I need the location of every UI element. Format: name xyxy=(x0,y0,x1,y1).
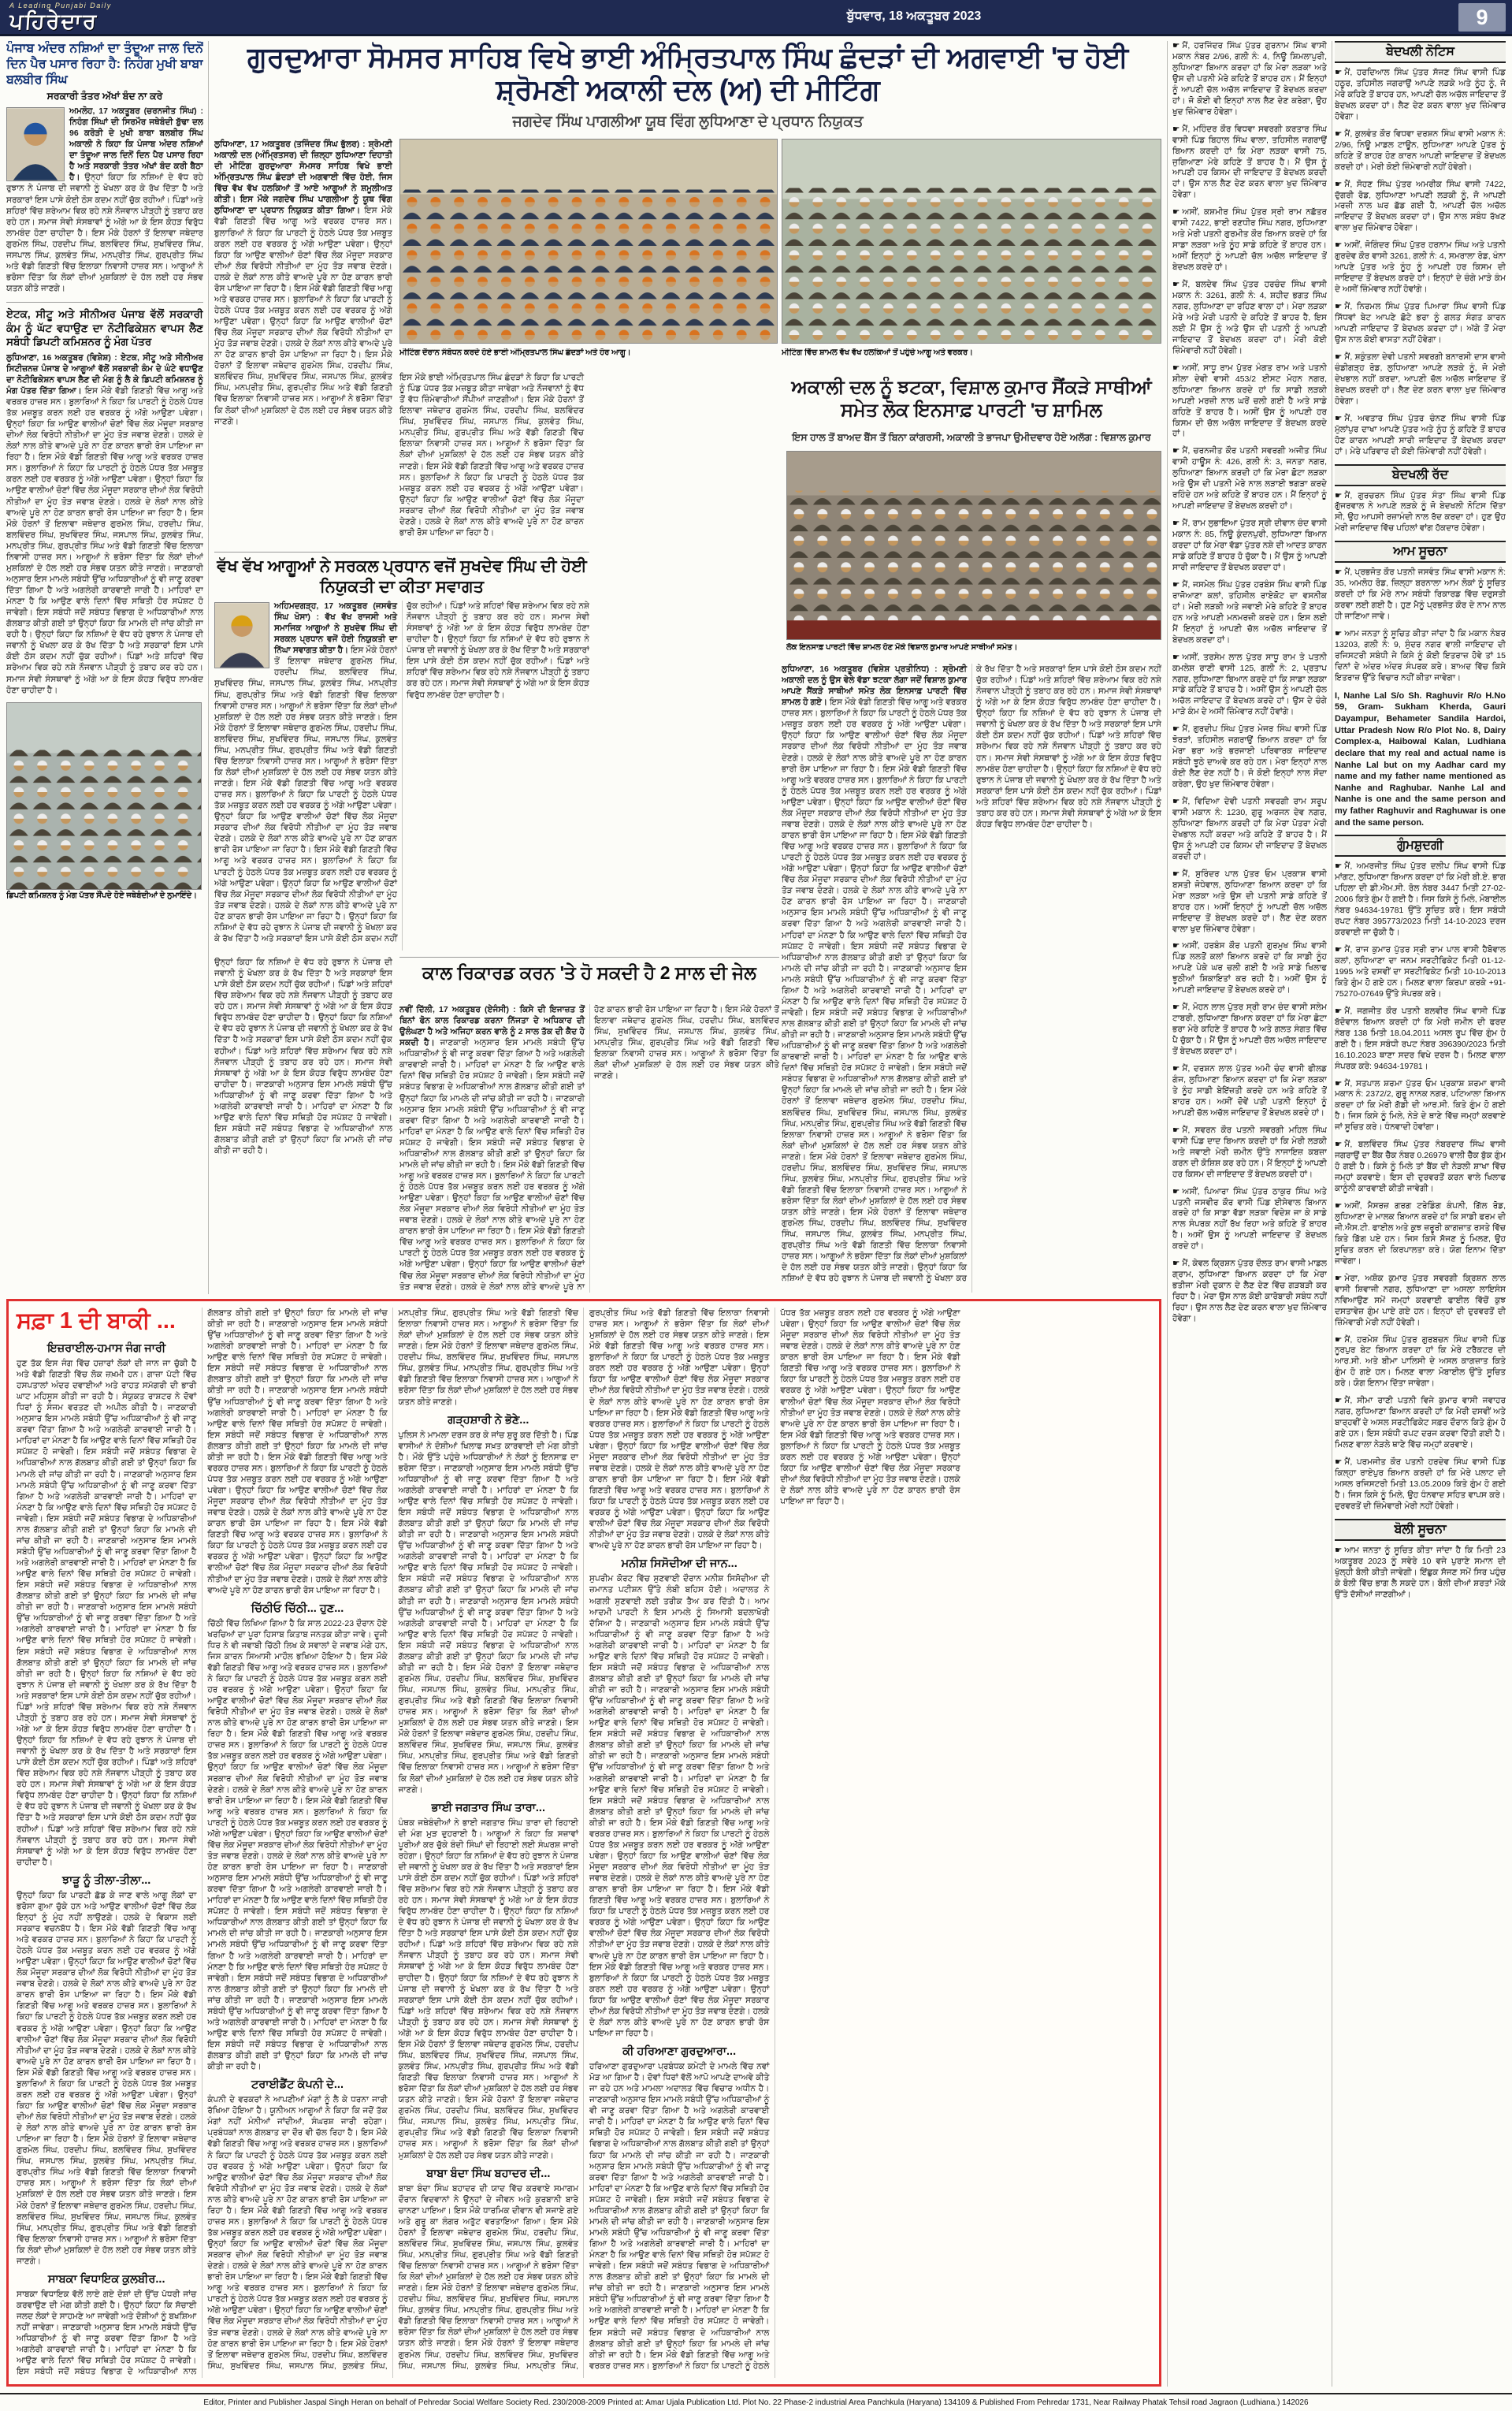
continued-box-columns xyxy=(17,1308,1151,2378)
body-lead: ਲੁਧਿਆਣਾ, 16 ਅਕਤੂਬਰ (ਵਿਸ਼ੇਸ਼) : ਏਟਕ, ਸੀਟੂ ਅਤੇ ਸੀਨੀਅਰ ਸਿਟੀਜ਼ਨਜ਼ ਪੰਜਾਬ ਦੇ ਆਗੂਆਂ ਵੱਲੋਂ ਸਰਕਾਰੀ ਕੰਮ ਦੇ ਘੰਟੇ ਵਧਾਉਣ ਦਾ ਨੋਟੀਫਿਕੇਸ਼ਨ ਵਾਪਸ ਲੈਣ ਦੀ ਮੰਗ ਨੂੰ ਲੈ ਕੇ ਡਿਪਟੀ ਕਮਿਸ਼ਨਰ ਨੂੰ ਮੰਗ ਪੱਤਰ ਦਿੱਤਾ ਗਿਆ। xyxy=(6,352,203,396)
body-lead: ਸੁਪਰੀਮ ਕੋਰਟ ਵਿੱਚ ਸੁਣਵਾਈ ਦੌਰਾਨ ਮਨੀਸ਼ ਸਿਸੋਦੀਆ ਦੀ ਜ਼ਮਾਨਤ ਪਟੀਸ਼ਨ ਉੱਤੇ ਲੰਬੀ ਬਹਿਸ ਹੋਈ। ਅਦਾਲਤ ਨੇ ਅਗਲੀ ਸੁਣਵਾਈ ਲਈ ਤਰੀਕ ਤੈਅ ਕਰ ਦਿੱਤੀ ਹੈ। ਆਮ ਆਦਮੀ ਪਾਰਟੀ ਨੇ ਇਸ ਮਾਮਲੇ ਨੂੰ ਸਿਆਸੀ ਬਦਲਾਖੋਰੀ ਦੱਸਿਆ ਹੈ। xyxy=(589,1574,770,1628)
continued-article-title: ਗੜ੍ਹਸ਼ਾਰੀ ਨੇ ਭੋਣੇ... xyxy=(448,1413,529,1427)
classified-entry: ☛ ਅਸੀਂ, ਹਰਬੰਸ ਕੌਰ ਪਤਨੀ ਗੁਰਮੁਖ ਸਿੰਘ ਵਾਸੀ ਪਿੰਡ ਲਲਤੋਂ ਕਲਾਂ ਬਿਆਨ ਕਰਦੇ ਹਾਂ ਕਿ ਸਾਡੀ ਨੂੰਹ ਆਪਣੇ ਪੇਕੇ ਘਰ ਚਲੀ ਗਈ ਹੈ ਅਤੇ ਸਾਡੇ ਖਿਲਾਫ ਝੂਠੀਆਂ ਸ਼ਿਕਾਇਤਾਂ ਕਰ ਰਹੀ ਹੈ। ਅਸੀਂ ਉਸ ਨੂੰ ਆਪਣੀ ਜਾਇਦਾਦ ਤੋਂ ਬੇਦਖਲ ਕਰਦੇ ਹਾਂ। xyxy=(1172,941,1327,995)
sukhdev-headline: ਵੱਖ ਵੱਖ ਆਗੂਆਂ ਨੇ ਸਰਕਲ ਪ੍ਰਧਾਨ ਵਜੋਂ ਸੁਖਦੇਵ ਸਿੰਘ ਦੀ ਹੋਈ ਨਿਯੁਕਤੀ ਦਾ ਕੀਤਾ ਸਵਾਗਤ xyxy=(214,552,589,597)
classified-entry: ☛ ਮੈਂ, ਰਾਮ ਲੁਭਾਇਆ ਪੁੱਤਰ ਸ੍ਰੀ ਦੀਵਾਨ ਚੰਦ ਵਾਸੀ ਮਕਾਨ ਨੰ: 85, ਨਿਊ ਕੁੰਦਨਪੁਰੀ, ਲੁਧਿਆਣਾ ਬਿਆਨ ਕਰਦਾ ਹਾਂ ਕਿ ਮੇਰਾ ਵੱਡਾ ਪੁੱਤਰ ਨਸ਼ੇ ਦੀ ਆਦਤ ਕਾਰਨ ਸਾਡੇ ਕਹਿਣੇ ਤੋਂ ਬਾਹਰ ਹੋ ਚੁੱਕਾ ਹੈ। ਮੈਂ ਉਸ ਨੂੰ ਆਪਣੀ ਸਾਰੀ ਜਾਇਦਾਦ ਤੋਂ ਬੇਦਖਲ ਕਰਦਾ ਹਾਂ। xyxy=(1172,519,1327,572)
pointer-icon: ☛ xyxy=(1335,240,1343,251)
body-fill: ਇਸ ਮੌਕੇ ਹੋਰਨਾਂ ਤੋਂ ਇਲਾਵਾ ਜਥੇਦਾਰ ਗੁਰਮੇਲ ਸਿੰਘ, ਹਰਦੀਪ ਸਿੰਘ, ਬਲਵਿੰਦਰ ਸਿੰਘ, ਸੁਖਵਿੰਦਰ ਸਿੰਘ, ਜਸਪਾਲ ਸਿੰਘ, ਕੁਲਵੰਤ ਸਿੰਘ, ਮਨਪ੍ਰੀਤ ਸਿੰਘ, ਗੁਰਪ੍ਰੀਤ ਸਿੰਘ ਅਤੇ ਵੱਡੀ ਗਿਣਤੀ ਵਿੱਚ ਇਲਾਕਾ ਨਿਵਾਸੀ ਹਾਜ਼ਰ ਸਨ। ਆਗੂਆਂ ਨੇ ਭਰੋਸਾ ਦਿੱਤਾ ਕਿ ਲੋਕਾਂ ਦੀਆਂ ਮੁਸ਼ਕਿਲਾਂ ਦੇ ਹੱਲ ਲਈ ਹਰ ਸੰਭਵ ਯਤਨ ਕੀਤੇ ਜਾਣਗੇ। ਇਸ ਮੌਕੇ ਹੋਰਨਾਂ ਤੋਂ ਇਲਾਵਾ ਜਥੇਦਾਰ ਗੁਰਮੇਲ ਸਿੰਘ, ਹਰਦੀਪ ਸਿੰਘ, ਬਲਵਿੰਦਰ ਸਿੰਘ, ਸੁਖਵਿੰਦਰ ਸਿੰਘ, ਜਸਪਾਲ ਸਿੰਘ, ਕੁਲਵੰਤ ਸਿੰਘ, ਮਨਪ੍ਰੀਤ ਸਿੰਘ, ਗੁਰਪ੍ਰੀਤ ਸਿੰਘ ਅਤੇ ਵੱਡੀ ਗਿਣਤੀ ਵਿੱਚ ਇਲਾਕਾ ਨਿਵਾਸੀ ਹਾਜ਼ਰ ਸਨ। ਆਗੂਆਂ ਨੇ ਭਰੋਸਾ ਦਿੱਤਾ ਕਿ ਲੋਕਾਂ ਦੀਆਂ ਮੁਸ਼ਕਿਲਾਂ ਦੇ ਹੱਲ ਲਈ ਹਰ ਸੰਭਵ ਯਤਨ ਕੀਤੇ ਜਾਣਗੇ। xyxy=(17,2134,197,2266)
body-fill: ਇਸ ਮੌਕੇ ਵੱਡੀ ਗਿਣਤੀ ਵਿੱਚ ਆਗੂ ਅਤੇ ਵਰਕਰ ਹਾਜ਼ਰ ਸਨ। ਬੁਲਾਰਿਆਂ ਨੇ ਕਿਹਾ ਕਿ ਪਾਰਟੀ ਨੂੰ ਹੇਠਲੇ ਪੱਧਰ ਤੱਕ ਮਜ਼ਬੂਤ ਕਰਨ ਲਈ ਹਰ ਵਰਕਰ ਨੂੰ ਅੱਗੇ ਆਉਣਾ ਪਵੇਗਾ। ਉਨ੍ਹਾਂ ਕਿਹਾ ਕਿ ਆਉਣ ਵਾਲੀਆਂ ਚੋਣਾਂ ਵਿੱਚ ਲੋਕ ਮੌਜੂਦਾ ਸਰਕਾਰ ਦੀਆਂ ਲੋਕ ਵਿਰੋਧੀ ਨੀਤੀਆਂ ਦਾ ਮੂੰਹ ਤੋੜ ਜਵਾਬ ਦੇਣਗੇ। ਹਲਕੇ ਦੇ ਲੋਕਾਂ ਨਾਲ ਕੀਤੇ ਵਾਅਦੇ ਪੂਰੇ ਨਾ ਹੋਣ ਕਾਰਨ ਭਾਰੀ ਰੋਸ ਪਾਇਆ ਜਾ ਰਿਹਾ ਹੈ। xyxy=(399,461,584,538)
left-column xyxy=(6,41,203,1294)
continued-article-jagtar-tara xyxy=(399,1802,578,2161)
continued-from-page1-label: ਸਫ਼ਾ 1 ਦੀ ਬਾਕੀ ... xyxy=(17,1308,176,1334)
pointer-icon: ☛ xyxy=(1335,1457,1343,1468)
classified-entry: ☛ ਮੈਂ, ਸੋਹਣ ਸਿੰਘ ਪੁੱਤਰ ਅਮਰੀਕ ਸਿੰਘ ਵਾਸੀ 7422, ਦੁੱਗਰੀ ਰੋਡ, ਲੁਧਿਆਣਾ ਆਪਣੀ ਲੜਕੀ ਨੂੰ, ਜੋ ਆਪਣੀ ਮਰਜ਼ੀ ਨਾਲ ਘਰ ਛੱਡ ਗਈ ਹੈ, ਆਪਣੀ ਚੱਲ ਅਚੱਲ ਜਾਇਦਾਦ ਤੋਂ ਬੇਦਖਲ ਕਰਦਾ ਹਾਂ। ਉਸ ਨਾਲ ਸਬੰਧ ਰੱਖਣ ਵਾਲਾ ਖੁਦ ਜ਼ਿੰਮੇਵਾਰ ਹੋਵੇਗਾ। xyxy=(1335,179,1506,233)
body-fill: ਇਸ ਮੌਕੇ ਵੱਡੀ ਗਿਣਤੀ ਵਿੱਚ ਆਗੂ ਅਤੇ ਵਰਕਰ ਹਾਜ਼ਰ ਸਨ। ਬੁਲਾਰਿਆਂ ਨੇ ਕਿਹਾ ਕਿ ਪਾਰਟੀ ਨੂੰ ਹੇਠਲੇ ਪੱਧਰ ਤੱਕ ਮਜ਼ਬੂਤ ਕਰਨ ਲਈ ਹਰ ਵਰਕਰ ਨੂੰ ਅੱਗੇ ਆਉਣਾ ਪਵੇਗਾ। ਉਨ੍ਹਾਂ ਕਿਹਾ ਕਿ ਆਉਣ ਵਾਲੀਆਂ ਚੋਣਾਂ ਵਿੱਚ ਲੋਕ ਮੌਜੂਦਾ ਸਰਕਾਰ ਦੀਆਂ ਲੋਕ ਵਿਰੋਧੀ ਨੀਤੀਆਂ ਦਾ ਮੂੰਹ ਤੋੜ ਜਵਾਬ ਦੇਣਗੇ। ਹਲਕੇ ਦੇ ਲੋਕਾਂ ਨਾਲ ਕੀਤੇ ਵਾਅਦੇ ਪੂਰੇ ਨਾ ਹੋਣ ਕਾਰਨ ਭਾਰੀ ਰੋਸ ਪਾਇਆ ਜਾ ਰਿਹਾ ਹੈ। ਇਸ ਮੌਕੇ ਵੱਡੀ ਗਿਣਤੀ ਵਿੱਚ ਆਗੂ ਅਤੇ ਵਰਕਰ ਹਾਜ਼ਰ ਸਨ। ਬੁਲਾਰਿਆਂ ਨੇ ਕਿਹਾ ਕਿ ਪਾਰਟੀ ਨੂੰ ਹੇਠਲੇ ਪੱਧਰ ਤੱਕ ਮਜ਼ਬੂਤ ਕਰਨ ਲਈ ਹਰ ਵਰਕਰ ਨੂੰ ਅੱਗੇ ਆਉਣਾ ਪਵੇਗਾ। ਉਨ੍ਹਾਂ ਕਿਹਾ ਕਿ ਆਉਣ ਵਾਲੀਆਂ ਚੋਣਾਂ ਵਿੱਚ ਲੋਕ ਮੌਜੂਦਾ ਸਰਕਾਰ ਦੀਆਂ ਲੋਕ ਵਿਰੋਧੀ ਨੀਤੀਆਂ ਦਾ ਮੂੰਹ ਤੋੜ ਜਵਾਬ ਦੇਣਗੇ। ਹਲਕੇ ਦੇ ਲੋਕਾਂ ਨਾਲ ਕੀਤੇ ਵਾਅਦੇ ਪੂਰੇ ਨਾ ਹੋਣ ਕਾਰਨ ਭਾਰੀ ਰੋਸ ਪਾਇਆ ਜਾ ਰਿਹਾ ਹੈ। xyxy=(207,1452,388,1595)
body-fill: ਇਸ ਮੌਕੇ ਹੋਰਨਾਂ ਤੋਂ ਇਲਾਵਾ ਜਥੇਦਾਰ ਗੁਰਮੇਲ ਸਿੰਘ, ਹਰਦੀਪ ਸਿੰਘ, ਬਲਵਿੰਦਰ ਸਿੰਘ, ਸੁਖਵਿੰਦਰ ਸਿੰਘ, ਜਸਪਾਲ ਸਿੰਘ, ਕੁਲਵੰਤ ਸਿੰਘ, ਮਨਪ੍ਰੀਤ ਸਿੰਘ, ਗੁਰਪ੍ਰੀਤ ਸਿੰਘ ਅਤੇ ਵੱਡੀ ਗਿਣਤੀ ਵਿੱਚ ਇਲਾਕਾ ਨਿਵਾਸੀ ਹਾਜ਼ਰ ਸਨ। ਆਗੂਆਂ ਨੇ ਭਰੋਸਾ ਦਿੱਤਾ ਕਿ ਲੋਕਾਂ ਦੀਆਂ ਮੁਸ਼ਕਿਲਾਂ ਦੇ ਹੱਲ ਲਈ ਹਰ ਸੰਭਵ ਯਤਨ ਕੀਤੇ ਜਾਣਗੇ। xyxy=(6,228,203,293)
section-header-bedakhli-radd: ਬੇਦਖਲੀ ਰੱਦ xyxy=(1335,464,1506,486)
left-article-headline: ਪੰਜਾਬ ਅੰਦਰ ਨਸ਼ਿਆਂ ਦਾ ਤੰਦੂਆ ਜਾਲ ਦਿਨੋਂ ਦਿਨ ਪੈਰ ਪਸਾਰ ਰਿਹਾ ਹੈ: ਨਿਹੰਗ ਮੁਖੀ ਬਾਬਾ ਬਲਬੀਰ ਸਿੰਘ xyxy=(6,42,203,87)
body-lead: ਕੰਪਨੀ ਦੇ ਵਰਕਰਾਂ ਨੇ ਆਪਣੀਆਂ ਮੰਗਾਂ ਨੂੰ ਲੈ ਕੇ ਧਰਨਾ ਜਾਰੀ ਰੱਖਿਆ ਹੋਇਆ ਹੈ। ਯੂਨੀਅਨ ਆਗੂਆਂ ਨੇ ਕਿਹਾ ਕਿ ਜਦੋਂ ਤੱਕ ਮੰਗਾਂ ਨਹੀਂ ਮੰਨੀਆਂ ਜਾਂਦੀਆਂ, ਸੰਘਰਸ਼ ਜਾਰੀ ਰਹੇਗਾ। ਪ੍ਰਬੰਧਕਾਂ ਨਾਲ ਗੱਲਬਾਤ ਦਾ ਦੌਰ ਵੀ ਚੱਲ ਰਿਹਾ ਹੈ। xyxy=(207,2095,388,2138)
masthead-tagline: A Leading Punjabi Daily xyxy=(9,2,112,9)
body-lead: ਨਵੀਂ ਦਿੱਲੀ, 17 ਅਕਤੂਬਰ (ਏਜੰਸੀ) : ਕਿਸੇ ਦੀ ਇਜਾਜ਼ਤ ਤੋਂ ਬਿਨਾਂ ਫੋਨ ਕਾਲ ਰਿਕਾਰਡ ਕਰਨਾ ਨਿੱਜਤਾ ਦੇ ਅਧਿਕਾਰ ਦੀ ਉਲੰਘਣਾ ਹੈ ਅਤੇ ਅਜਿਹਾ ਕਰਨ ਵਾਲੇ ਨੂੰ 2 ਸਾਲ ਤੱਕ ਦੀ ਕੈਦ ਹੋ ਸਕਦੀ ਹੈ। xyxy=(399,1005,585,1048)
pointer-icon: ☛ xyxy=(1335,1396,1343,1406)
body-fill: ਇਸ ਮੌਕੇ ਹੋਰਨਾਂ ਤੋਂ ਇਲਾਵਾ ਜਥੇਦਾਰ ਗੁਰਮੇਲ ਸਿੰਘ, ਹਰਦੀਪ ਸਿੰਘ, ਬਲਵਿੰਦਰ ਸਿੰਘ, ਸੁਖਵਿੰਦਰ ਸਿੰਘ, ਜਸਪਾਲ ਸਿੰਘ, ਕੁਲਵੰਤ ਸਿੰਘ, ਮਨਪ੍ਰੀਤ ਸਿੰਘ, ਗੁਰਪ੍ਰੀਤ ਸਿੰਘ ਅਤੇ ਵੱਡੀ ਗਿਣਤੀ ਵਿੱਚ ਇਲਾਕਾ ਨਿਵਾਸੀ ਹਾਜ਼ਰ ਸਨ। ਆਗੂਆਂ ਨੇ ਭਰੋਸਾ ਦਿੱਤਾ ਕਿ ਲੋਕਾਂ ਦੀਆਂ ਮੁਸ਼ਕਿਲਾਂ ਦੇ ਹੱਲ ਲਈ ਹਰ ਸੰਭਵ ਯਤਨ ਕੀਤੇ ਜਾਣਗੇ। ਇਸ ਮੌਕੇ ਹੋਰਨਾਂ ਤੋਂ ਇਲਾਵਾ ਜਥੇਦਾਰ ਗੁਰਮੇਲ ਸਿੰਘ, ਹਰਦੀਪ ਸਿੰਘ, ਬਲਵਿੰਦਰ ਸਿੰਘ, ਸੁਖਵਿੰਦਰ ਸਿੰਘ, ਜਸਪਾਲ ਸਿੰਘ, ਕੁਲਵੰਤ ਸਿੰਘ, ਮਨਪ੍ਰੀਤ ਸਿੰਘ, ਗੁਰਪ੍ਰੀਤ ਸਿੰਘ ਅਤੇ ਵੱਡੀ ਗਿਣਤੀ ਵਿੱਚ ਇਲਾਕਾ ਨਿਵਾਸੀ ਹਾਜ਼ਰ ਸਨ। ਆਗੂਆਂ ਨੇ ਭਰੋਸਾ ਦਿੱਤਾ ਕਿ ਲੋਕਾਂ ਦੀਆਂ ਮੁਸ਼ਕਿਲਾਂ ਦੇ ਹੱਲ ਲਈ ਹਰ ਸੰਭਵ ਯਤਨ ਕੀਤੇ ਜਾਣਗੇ। xyxy=(214,646,398,788)
section-header-bedakhli-notice: ਬੇਦਖਲੀ ਨੋਟਿਸ xyxy=(1335,41,1506,63)
pointer-icon: ☛ xyxy=(1335,302,1343,312)
pointer-icon: ☛ xyxy=(1172,1259,1180,1269)
pointer-icon: ☛ xyxy=(1172,1064,1180,1074)
body-lead: ਲੁਧਿਆਣਾ, 16 ਅਕਤੂਬਰ (ਵਿਸ਼ੇਸ਼ ਪ੍ਰਤੀਨਿਧ) : ਸ਼੍ਰੋਮਣੀ ਅਕਾਲੀ ਦਲ ਨੂੰ ਉਸ ਵੇਲੇ ਵੱਡਾ ਝਟਕਾ ਲੱਗਾ ਜਦੋਂ ਵਿਸ਼ਾਲ ਕੁਮਾਰ ਆਪਣੇ ਸੈਂਕੜੇ ਸਾਥੀਆਂ ਸਮੇਤ ਲੋਕ ਇਨਸਾਫ਼ ਪਾਰਟੀ ਵਿੱਚ ਸ਼ਾਮਲ ਹੋ ਗਏ। xyxy=(782,664,967,708)
body-fill: ਇਸ ਮੌਕੇ ਹੋਰਨਾਂ ਤੋਂ ਇਲਾਵਾ ਜਥੇਦਾਰ ਗੁਰਮੇਲ ਸਿੰਘ, ਹਰਦੀਪ ਸਿੰਘ, ਬਲਵਿੰਦਰ ਸਿੰਘ, ਸੁਖਵਿੰਦਰ ਸਿੰਘ, ਜਸਪਾਲ ਸਿੰਘ, ਕੁਲਵੰਤ ਸਿੰਘ, ਮਨਪ੍ਰੀਤ ਸਿੰਘ, ਗੁਰਪ੍ਰੀਤ ਸਿੰਘ ਅਤੇ ਵੱਡੀ ਗਿਣਤੀ ਵਿੱਚ ਇਲਾਕਾ ਨਿਵਾਸੀ ਹਾਜ਼ਰ ਸਨ। ਆਗੂਆਂ ਨੇ ਭਰੋਸਾ ਦਿੱਤਾ ਕਿ ਲੋਕਾਂ ਦੀਆਂ ਮੁਸ਼ਕਿਲਾਂ ਦੇ ਹੱਲ ਲਈ ਹਰ ਸੰਭਵ ਯਤਨ ਕੀਤੇ ਜਾਣਗੇ। ਇਸ ਮੌਕੇ ਹੋਰਨਾਂ ਤੋਂ ਇਲਾਵਾ ਜਥੇਦਾਰ ਗੁਰਮੇਲ ਸਿੰਘ, ਹਰਦੀਪ ਸਿੰਘ, ਬਲਵਿੰਦਰ ਸਿੰਘ, ਸੁਖਵਿੰਦਰ ਸਿੰਘ, ਜਸਪਾਲ ਸਿੰਘ, ਕੁਲਵੰਤ ਸਿੰਘ, ਮਨਪ੍ਰੀਤ ਸਿੰਘ, ਗੁਰਪ੍ਰੀਤ ਸਿੰਘ ਅਤੇ ਵੱਡੀ ਗਿਣਤੀ ਵਿੱਚ ਇਲਾਕਾ ਨਿਵਾਸੀ ਹਾਜ਼ਰ ਸਨ। ਆਗੂਆਂ ਨੇ ਭਰੋਸਾ ਦਿੱਤਾ ਕਿ ਲੋਕਾਂ ਦੀਆਂ ਮੁਸ਼ਕਿਲਾਂ ਦੇ ਹੱਲ ਲਈ ਹਰ ਸੰਭਵ ਯਤਨ ਕੀਤੇ ਜਾਣਗੇ। ਇਸ ਮੌਕੇ ਹੋਰਨਾਂ ਤੋਂ ਇਲਾਵਾ ਜਥੇਦਾਰ ਗੁਰਮੇਲ ਸਿੰਘ, ਹਰਦੀਪ ਸਿੰਘ, ਬਲਵਿੰਦਰ ਸਿੰਘ, ਸੁਖਵਿੰਦਰ ਸਿੰਘ, ਜਸਪਾਲ ਸਿੰਘ, ਕੁਲਵੰਤ ਸਿੰਘ, ਮਨਪ੍ਰੀਤ ਸਿੰਘ, ਗੁਰਪ੍ਰੀਤ ਸਿੰਘ ਅਤੇ ਵੱਡੀ ਗਿਣਤੀ ਵਿੱਚ ਇਲਾਕਾ ਨਿਵਾਸੀ ਹਾਜ਼ਰ ਸਨ। ਆਗੂਆਂ ਨੇ ਭਰੋਸਾ ਦਿੱਤਾ ਕਿ ਲੋਕਾਂ ਦੀਆਂ ਮੁਸ਼ਕਿਲਾਂ ਦੇ ਹੱਲ ਲਈ ਹਰ ਸੰਭਵ ਯਤਨ ਕੀਤੇ ਜਾਣਗੇ। xyxy=(782,1085,968,1273)
pointer-icon: ☛ xyxy=(1172,280,1180,290)
body-fill: ਉਨ੍ਹਾਂ ਕਿਹਾ ਕਿ ਨਸ਼ਿਆਂ ਦੇ ਵੱਧ ਰਹੇ ਰੁਝਾਨ ਨੇ ਪੰਜਾਬ ਦੀ ਜਵਾਨੀ ਨੂੰ ਖੋਖਲਾ ਕਰ ਕੇ ਰੱਖ ਦਿੱਤਾ ਹੈ ਅਤੇ ਸਰਕਾਰਾਂ ਇਸ ਪਾਸੇ ਕੋਈ ਠੋਸ ਕਦਮ ਨਹੀਂ ਚੁੱਕ ਰਹੀਆਂ। ਪਿੰਡਾਂ ਅਤੇ ਸ਼ਹਿਰਾਂ ਵਿੱਚ ਸ਼ਰੇਆਮ ਵਿਕ ਰਹੇ ਨਸ਼ੇ ਨੌਜਵਾਨ ਪੀੜ੍ਹੀ ਨੂੰ ਤਬਾਹ ਕਰ ਰਹੇ ਹਨ। ਸਮਾਜ ਸੇਵੀ ਸੰਸਥਾਵਾਂ ਨੂੰ ਅੱਗੇ ਆ ਕੇ ਇਸ ਕੋਹੜ ਵਿਰੁੱਧ ਲਾਮਬੰਦ ਹੋਣਾ ਚਾਹੀਦਾ ਹੈ। ਉਨ੍ਹਾਂ ਕਿਹਾ ਕਿ ਨਸ਼ਿਆਂ ਦੇ ਵੱਧ ਰਹੇ ਰੁਝਾਨ ਨੇ ਪੰਜਾਬ ਦੀ ਜਵਾਨੀ ਨੂੰ ਖੋਖਲਾ ਕਰ ਕੇ ਰੱਖ ਦਿੱਤਾ ਹੈ ਅਤੇ ਸਰਕਾਰਾਂ ਇਸ ਪਾਸੇ ਕੋਈ ਠੋਸ ਕਦਮ ਨਹੀਂ ਚੁੱਕ ਰਹੀਆਂ। ਪਿੰਡਾਂ ਅਤੇ ਸ਼ਹਿਰਾਂ ਵਿੱਚ ਸ਼ਰੇਆਮ ਵਿਕ ਰਹੇ ਨਸ਼ੇ ਨੌਜਵਾਨ ਪੀੜ੍ਹੀ ਨੂੰ ਤਬਾਹ ਕਰ ਰਹੇ ਹਨ। ਸਮਾਜ ਸੇਵੀ ਸੰਸਥਾਵਾਂ ਨੂੰ ਅੱਗੇ ਆ ਕੇ ਇਸ ਕੋਹੜ ਵਿਰੁੱਧ ਲਾਮਬੰਦ ਹੋਣਾ ਚਾਹੀਦਾ ਹੈ। xyxy=(214,958,392,1089)
pointer-icon: ☛ xyxy=(1172,1186,1180,1196)
continued-article-title: ਝਾੜੂ ਨੂੰ ਤੀਲਾ-ਤੀਲਾ... xyxy=(62,1873,151,1887)
footer xyxy=(0,2393,1512,2411)
body-fill: ਇਸ ਮੌਕੇ ਹੋਰਨਾਂ ਤੋਂ ਇਲਾਵਾ ਜਥੇਦਾਰ ਗੁਰਮੇਲ ਸਿੰਘ, ਹਰਦੀਪ ਸਿੰਘ, ਬਲਵਿੰਦਰ ਸਿੰਘ, ਸੁਖਵਿੰਦਰ ਸਿੰਘ, ਜਸਪਾਲ ਸਿੰਘ, ਕੁਲਵੰਤ ਸਿੰਘ, ਮਨਪ੍ਰੀਤ ਸਿੰਘ, ਗੁਰਪ੍ਰੀਤ ਸਿੰਘ ਅਤੇ ਵੱਡੀ ਗਿਣਤੀ ਵਿੱਚ ਇਲਾਕਾ ਨਿਵਾਸੀ ਹਾਜ਼ਰ ਸਨ। ਆਗੂਆਂ ਨੇ ਭਰੋਸਾ ਦਿੱਤਾ ਕਿ ਲੋਕਾਂ ਦੀਆਂ ਮੁਸ਼ਕਿਲਾਂ ਦੇ ਹੱਲ ਲਈ ਹਰ ਸੰਭਵ ਯਤਨ ਕੀਤੇ ਜਾਣਗੇ। ਇਸ ਮੌਕੇ ਹੋਰਨਾਂ ਤੋਂ ਇਲਾਵਾ ਜਥੇਦਾਰ ਗੁਰਮੇਲ ਸਿੰਘ, ਹਰਦੀਪ ਸਿੰਘ, ਬਲਵਿੰਦਰ ਸਿੰਘ, ਸੁਖਵਿੰਦਰ ਸਿੰਘ, ਜਸਪਾਲ ਸਿੰਘ, ਕੁਲਵੰਤ ਸਿੰਘ, ਮਨਪ੍ਰੀਤ ਸਿੰਘ, ਗੁਰਪ੍ਰੀਤ ਸਿੰਘ ਅਤੇ ਵੱਡੀ ਗਿਣਤੀ ਵਿੱਚ ਇਲਾਕਾ ਨਿਵਾਸੀ ਹਾਜ਼ਰ ਸਨ। ਆਗੂਆਂ ਨੇ ਭਰੋਸਾ ਦਿੱਤਾ ਕਿ ਲੋਕਾਂ ਦੀਆਂ ਮੁਸ਼ਕਿਲਾਂ ਦੇ ਹੱਲ ਲਈ ਹਰ ਸੰਭਵ ਯਤਨ ਕੀਤੇ ਜਾਣਗੇ। ਇਸ ਮੌਕੇ ਹੋਰਨਾਂ ਤੋਂ ਇਲਾਵਾ ਜਥੇਦਾਰ ਗੁਰਮੇਲ ਸਿੰਘ, ਹਰਦੀਪ ਸਿੰਘ, ਬਲਵਿੰਦਰ ਸਿੰਘ, ਸੁਖਵਿੰਦਰ ਸਿੰਘ, ਜਸਪਾਲ ਸਿੰਘ, ਕੁਲਵੰਤ ਸਿੰਘ, ਮਨਪ੍ਰੀਤ ਸਿੰਘ, ਗੁਰਪ੍ਰੀਤ ਸਿੰਘ ਅਤੇ ਵੱਡੀ ਗਿਣਤੀ ਵਿੱਚ ਇਲਾਕਾ ਨਿਵਾਸੀ ਹਾਜ਼ਰ ਸਨ। ਆਗੂਆਂ ਨੇ ਭਰੋਸਾ ਦਿੱਤਾ ਕਿ ਲੋਕਾਂ ਦੀਆਂ ਮੁਸ਼ਕਿਲਾਂ ਦੇ ਹੱਲ ਲਈ ਹਰ ਸੰਭਵ ਯਤਨ ਕੀਤੇ ਜਾਣਗੇ। xyxy=(398,1308,770,2371)
article-body xyxy=(399,372,584,538)
photo-portrait-sukhdev-singh xyxy=(214,602,269,668)
classified-entry: ☛ ਮੈਂ, ਕੁਲਵੰਤ ਕੌਰ ਵਿਧਵਾ ਦਰਸ਼ਨ ਸਿੰਘ ਵਾਸੀ ਮਕਾਨ ਨੰ: 2/96, ਨਿਊ ਮਾਡਲ ਟਾਊਨ, ਲੁਧਿਆਣਾ ਆਪਣੇ ਪੁੱਤਰ ਨੂੰ ਕਹਿਣੇ ਤੋਂ ਬਾਹਰ ਹੋਣ ਕਾਰਨ ਆਪਣੀ ਜਾਇਦਾਦ ਤੋਂ ਬੇਦਖਲ ਕਰਦੀ ਹਾਂ। ਮੇਰੀ ਕੋਈ ਜ਼ਿੰਮੇਵਾਰੀ ਨਹੀਂ ਹੋਵੇਗੀ। xyxy=(1335,128,1506,172)
body-lead: ਸਾਬਕਾ ਵਿਧਾਇਕ ਵੱਲੋਂ ਲਾਏ ਗਏ ਦੋਸ਼ਾਂ ਦੀ ਉੱਚ ਪੱਧਰੀ ਜਾਂਚ ਕਰਵਾਉਣ ਦੀ ਮੰਗ ਕੀਤੀ ਗਈ ਹੈ। ਉਨ੍ਹਾਂ ਕਿਹਾ ਕਿ ਸੱਚਾਈ ਜਲਦ ਲੋਕਾਂ ਦੇ ਸਾਹਮਣੇ ਆ ਜਾਵੇਗੀ ਅਤੇ ਦੋਸ਼ੀਆਂ ਨੂੰ ਬਖਸ਼ਿਆ ਨਹੀਂ ਜਾਵੇਗਾ। xyxy=(17,2289,197,2333)
classified-entry: ☛ ਮੈਂ, ਸੁਰਿੰਦਰ ਪਾਲ ਪੁੱਤਰ ਓਮ ਪ੍ਰਕਾਸ਼ ਵਾਸੀ ਬਸਤੀ ਜੋਧੇਵਾਲ, ਲੁਧਿਆਣਾ ਬਿਆਨ ਕਰਦਾ ਹਾਂ ਕਿ ਮੇਰਾ ਲੜਕਾ ਅਤੇ ਉਸ ਦੀ ਪਤਨੀ ਸਾਡੇ ਕਹਿਣੇ ਤੋਂ ਬਾਹਰ ਹਨ। ਅਸੀਂ ਇਨ੍ਹਾਂ ਨੂੰ ਆਪਣੀ ਚੱਲ ਅਚੱਲ ਜਾਇਦਾਦ ਤੋਂ ਬੇਦਖਲ ਕਰਦੇ ਹਾਂ। ਲੈਣ ਦੇਣ ਕਰਨ ਵਾਲਾ ਖੁਦ ਜ਼ਿੰਮੇਵਾਰ ਹੋਵੇਗਾ। xyxy=(1172,869,1327,934)
classified-entry: ☛ ਆਮ ਜਨਤਾ ਨੂੰ ਸੂਚਿਤ ਕੀਤਾ ਜਾਂਦਾ ਹੈ ਕਿ ਮਕਾਨ ਨੰਬਰ 13203, ਗਲੀ ਨੰ: 9, ਸੁੰਦਰ ਨਗਰ ਵਾਲੀ ਜਾਇਦਾਦ ਦੀ ਰਜਿਸਟਰੀ ਸਬੰਧੀ ਜੇ ਕਿਸੇ ਨੂੰ ਕੋਈ ਇਤਰਾਜ਼ ਹੋਵੇ ਤਾਂ 15 ਦਿਨਾਂ ਦੇ ਅੰਦਰ ਅੰਦਰ ਸੰਪਰਕ ਕਰੇ। ਬਾਅਦ ਵਿੱਚ ਕਿਸੇ ਇਤਰਾਜ਼ ਉੱਤੇ ਵਿਚਾਰ ਨਹੀਂ ਕੀਤਾ ਜਾਵੇਗਾ। xyxy=(1335,629,1506,683)
pointer-icon: ☛ xyxy=(1335,68,1343,77)
body-fill: ਉਨ੍ਹਾਂ ਕਿਹਾ ਕਿ ਨਸ਼ਿਆਂ ਦੇ ਵੱਧ ਰਹੇ ਰੁਝਾਨ ਨੇ ਪੰਜਾਬ ਦੀ ਜਵਾਨੀ ਨੂੰ ਖੋਖਲਾ ਕਰ ਕੇ ਰੱਖ ਦਿੱਤਾ ਹੈ ਅਤੇ ਸਰਕਾਰਾਂ ਇਸ ਪਾਸੇ ਕੋਈ ਠੋਸ ਕਦਮ ਨਹੀਂ ਚੁੱਕ ਰਹੀਆਂ। ਪਿੰਡਾਂ ਅਤੇ ਸ਼ਹਿਰਾਂ ਵਿੱਚ ਸ਼ਰੇਆਮ ਵਿਕ ਰਹੇ ਨਸ਼ੇ ਨੌਜਵਾਨ ਪੀੜ੍ਹੀ ਨੂੰ ਤਬਾਹ ਕਰ ਰਹੇ ਹਨ। ਸਮਾਜ ਸੇਵੀ ਸੰਸਥਾਵਾਂ ਨੂੰ ਅੱਗੇ ਆ ਕੇ ਇਸ ਕੋਹੜ ਵਿਰੁੱਧ ਲਾਮਬੰਦ ਹੋਣਾ ਚਾਹੀਦਾ ਹੈ। ਉਨ੍ਹਾਂ ਕਿਹਾ ਕਿ ਨਸ਼ਿਆਂ ਦੇ ਵੱਧ ਰਹੇ ਰੁਝਾਨ ਨੇ ਪੰਜਾਬ ਦੀ ਜਵਾਨੀ ਨੂੰ ਖੋਖਲਾ ਕਰ ਕੇ ਰੱਖ ਦਿੱਤਾ ਹੈ ਅਤੇ ਸਰਕਾਰਾਂ ਇਸ ਪਾਸੇ ਕੋਈ ਠੋਸ ਕਦਮ ਨਹੀਂ ਚੁੱਕ ਰਹੀਆਂ। ਪਿੰਡਾਂ ਅਤੇ ਸ਼ਹਿਰਾਂ ਵਿੱਚ ਸ਼ਰੇਆਮ ਵਿਕ ਰਹੇ ਨਸ਼ੇ ਨੌਜਵਾਨ ਪੀੜ੍ਹੀ ਨੂੰ ਤਬਾਹ ਕਰ ਰਹੇ ਹਨ। ਸਮਾਜ ਸੇਵੀ ਸੰਸਥਾਵਾਂ ਨੂੰ ਅੱਗੇ ਆ ਕੇ ਇਸ ਕੋਹੜ ਵਿਰੁੱਧ ਲਾਮਬੰਦ ਹੋਣਾ ਚਾਹੀਦਾ ਹੈ। ਉਨ੍ਹਾਂ ਕਿਹਾ ਕਿ ਨਸ਼ਿਆਂ ਦੇ ਵੱਧ ਰਹੇ ਰੁਝਾਨ ਨੇ ਪੰਜਾਬ ਦੀ ਜਵਾਨੀ ਨੂੰ ਖੋਖਲਾ ਕਰ ਕੇ ਰੱਖ ਦਿੱਤਾ ਹੈ ਅਤੇ ਸਰਕਾਰਾਂ ਇਸ ਪਾਸੇ ਕੋਈ ਠੋਸ ਕਦਮ ਨਹੀਂ ਚੁੱਕ ਰਹੀਆਂ। ਪਿੰਡਾਂ ਅਤੇ ਸ਼ਹਿਰਾਂ ਵਿੱਚ ਸ਼ਰੇਆਮ ਵਿਕ ਰਹੇ ਨਸ਼ੇ ਨੌਜਵਾਨ ਪੀੜ੍ਹੀ ਨੂੰ ਤਬਾਹ ਕਰ ਰਹੇ ਹਨ। ਸਮਾਜ ਸੇਵੀ ਸੰਸਥਾਵਾਂ ਨੂੰ ਅੱਗੇ ਆ ਕੇ ਇਸ ਕੋਹੜ ਵਿਰੁੱਧ ਲਾਮਬੰਦ ਹੋਣਾ ਚਾਹੀਦਾ ਹੈ। xyxy=(398,1851,578,2038)
sukhdev-body-continued xyxy=(214,957,392,1293)
pointer-icon: ☛ xyxy=(1172,579,1180,590)
article-body xyxy=(399,1004,779,1293)
body-fill: ਇਸ ਮੌਕੇ ਹੋਰਨਾਂ ਤੋਂ ਇਲਾਵਾ ਜਥੇਦਾਰ ਗੁਰਮੇਲ ਸਿੰਘ, ਹਰਦੀਪ ਸਿੰਘ, ਬਲਵਿੰਦਰ ਸਿੰਘ, ਸੁਖਵਿੰਦਰ ਸਿੰਘ, ਜਸਪਾਲ ਸਿੰਘ, ਕੁਲਵੰਤ ਸਿੰਘ, ਮਨਪ੍ਰੀਤ ਸਿੰਘ, ਗੁਰਪ੍ਰੀਤ ਸਿੰਘ ਅਤੇ ਵੱਡੀ ਗਿਣਤੀ ਵਿੱਚ ਇਲਾਕਾ ਨਿਵਾਸੀ ਹਾਜ਼ਰ ਸਨ। ਆਗੂਆਂ ਨੇ ਭਰੋਸਾ ਦਿੱਤਾ ਕਿ ਲੋਕਾਂ ਦੀਆਂ ਮੁਸ਼ਕਿਲਾਂ ਦੇ ਹੱਲ ਲਈ ਹਰ ਸੰਭਵ ਯਤਨ ਕੀਤੇ ਜਾਣਗੇ। xyxy=(399,395,584,471)
body-fill: ਜਾਣਕਾਰੀ ਅਨੁਸਾਰ ਇਸ ਮਾਮਲੇ ਸਬੰਧੀ ਉੱਚ ਅਧਿਕਾਰੀਆਂ ਨੂੰ ਵੀ ਜਾਣੂ ਕਰਵਾ ਦਿੱਤਾ ਗਿਆ ਹੈ ਅਤੇ ਅਗਲੇਰੀ ਕਾਰਵਾਈ ਜਾਰੀ ਹੈ। ਮਾਹਿਰਾਂ ਦਾ ਮੰਨਣਾ ਹੈ ਕਿ ਆਉਣ ਵਾਲੇ ਦਿਨਾਂ ਵਿੱਚ ਸਥਿਤੀ ਹੋਰ ਸਪੱਸ਼ਟ ਹੋ ਜਾਵੇਗੀ। ਇਸ ਸਬੰਧੀ ਜਦੋਂ ਸਬੰਧਤ ਵਿਭਾਗ ਦੇ ਅਧਿਕਾਰੀਆਂ ਨਾਲ ਗੱਲਬਾਤ ਕੀਤੀ ਗਈ ਤਾਂ ਉਨ੍ਹਾਂ ਕਿਹਾ ਕਿ ਮਾਮਲੇ ਦੀ ਜਾਂਚ ਕੀਤੀ ਜਾ ਰਹੀ ਹੈ। ਜਾਣਕਾਰੀ ਅਨੁਸਾਰ ਇਸ ਮਾਮਲੇ ਸਬੰਧੀ ਉੱਚ ਅਧਿਕਾਰੀਆਂ ਨੂੰ ਵੀ ਜਾਣੂ ਕਰਵਾ ਦਿੱਤਾ ਗਿਆ ਹੈ ਅਤੇ ਅਗਲੇਰੀ ਕਾਰਵਾਈ ਜਾਰੀ ਹੈ। ਮਾਹਿਰਾਂ ਦਾ ਮੰਨਣਾ ਹੈ ਕਿ ਆਉਣ ਵਾਲੇ ਦਿਨਾਂ ਵਿੱਚ ਸਥਿਤੀ ਹੋਰ ਸਪੱਸ਼ਟ ਹੋ ਜਾਵੇਗੀ। ਇਸ ਸਬੰਧੀ ਜਦੋਂ ਸਬੰਧਤ ਵਿਭਾਗ ਦੇ ਅਧਿਕਾਰੀਆਂ ਨਾਲ ਗੱਲਬਾਤ ਕੀਤੀ ਗਈ ਤਾਂ ਉਨ੍ਹਾਂ ਕਿਹਾ ਕਿ ਮਾਮਲੇ ਦੀ ਜਾਂਚ ਕੀਤੀ ਜਾ ਰਹੀ ਹੈ। ਜਾਣਕਾਰੀ ਅਨੁਸਾਰ ਇਸ ਮਾਮਲੇ ਸਬੰਧੀ ਉੱਚ ਅਧਿਕਾਰੀਆਂ ਨੂੰ ਵੀ ਜਾਣੂ ਕਰਵਾ ਦਿੱਤਾ ਗਿਆ ਹੈ ਅਤੇ ਅਗਲੇਰੀ ਕਾਰਵਾਈ ਜਾਰੀ ਹੈ। ਮਾਹਿਰਾਂ ਦਾ ਮੰਨਣਾ ਹੈ ਕਿ ਆਉਣ ਵਾਲੇ ਦਿਨਾਂ ਵਿੱਚ ਸਥਿਤੀ ਹੋਰ ਸਪੱਸ਼ਟ ਹੋ ਜਾਵੇਗੀ। ਇਸ ਸਬੰਧੀ ਜਦੋਂ ਸਬੰਧਤ ਵਿਭਾਗ ਦੇ ਅਧਿਕਾਰੀਆਂ ਨਾਲ ਗੱਲਬਾਤ ਕੀਤੀ ਗਈ ਤਾਂ ਉਨ੍ਹਾਂ ਕਿਹਾ ਕਿ ਮਾਮਲੇ ਦੀ ਜਾਂਚ ਕੀਤੀ ਜਾ ਰਹੀ ਹੈ। xyxy=(207,1862,388,2072)
pointer-icon: ☛ xyxy=(1335,567,1343,578)
body-fill: ਜਾਣਕਾਰੀ ਅਨੁਸਾਰ ਇਸ ਮਾਮਲੇ ਸਬੰਧੀ ਉੱਚ ਅਧਿਕਾਰੀਆਂ ਨੂੰ ਵੀ ਜਾਣੂ ਕਰਵਾ ਦਿੱਤਾ ਗਿਆ ਹੈ ਅਤੇ ਅਗਲੇਰੀ ਕਾਰਵਾਈ ਜਾਰੀ ਹੈ। ਮਾਹਿਰਾਂ ਦਾ ਮੰਨਣਾ ਹੈ ਕਿ ਆਉਣ ਵਾਲੇ ਦਿਨਾਂ ਵਿੱਚ ਸਥਿਤੀ ਹੋਰ ਸਪੱਸ਼ਟ ਹੋ ਜਾਵੇਗੀ। ਇਸ ਸਬੰਧੀ ਜਦੋਂ ਸਬੰਧਤ ਵਿਭਾਗ ਦੇ ਅਧਿਕਾਰੀਆਂ ਨਾਲ ਗੱਲਬਾਤ ਕੀਤੀ ਗਈ ਤਾਂ ਉਨ੍ਹਾਂ ਕਿਹਾ ਕਿ ਮਾਮਲੇ ਦੀ ਜਾਂਚ ਕੀਤੀ ਜਾ ਰਹੀ ਹੈ। ਜਾਣਕਾਰੀ ਅਨੁਸਾਰ ਇਸ ਮਾਮਲੇ ਸਬੰਧੀ ਉੱਚ ਅਧਿਕਾਰੀਆਂ ਨੂੰ ਵੀ ਜਾਣੂ ਕਰਵਾ ਦਿੱਤਾ ਗਿਆ ਹੈ ਅਤੇ ਅਗਲੇਰੀ ਕਾਰਵਾਈ ਜਾਰੀ ਹੈ। ਮਾਹਿਰਾਂ ਦਾ ਮੰਨਣਾ ਹੈ ਕਿ ਆਉਣ ਵਾਲੇ ਦਿਨਾਂ ਵਿੱਚ ਸਥਿਤੀ ਹੋਰ ਸਪੱਸ਼ਟ ਹੋ ਜਾਵੇਗੀ। ਇਸ ਸਬੰਧੀ ਜਦੋਂ ਸਬੰਧਤ ਵਿਭਾਗ ਦੇ ਅਧਿਕਾਰੀਆਂ ਨਾਲ ਗੱਲਬਾਤ ਕੀਤੀ ਗਈ ਤਾਂ ਉਨ੍ਹਾਂ ਕਿਹਾ ਕਿ ਮਾਮਲੇ ਦੀ ਜਾਂਚ ਕੀਤੀ ਜਾ ਰਹੀ ਹੈ। ਜਾਣਕਾਰੀ ਅਨੁਸਾਰ ਇਸ ਮਾਮਲੇ ਸਬੰਧੀ ਉੱਚ ਅਧਿਕਾਰੀਆਂ ਨੂੰ ਵੀ ਜਾਣੂ ਕਰਵਾ ਦਿੱਤਾ ਗਿਆ ਹੈ ਅਤੇ ਅਗਲੇਰੀ ਕਾਰਵਾਈ ਜਾਰੀ ਹੈ। ਮਾਹਿਰਾਂ ਦਾ ਮੰਨਣਾ ਹੈ ਕਿ ਆਉਣ ਵਾਲੇ ਦਿਨਾਂ ਵਿੱਚ ਸਥਿਤੀ ਹੋਰ ਸਪੱਸ਼ਟ ਹੋ ਜਾਵੇਗੀ। ਇਸ ਸਬੰਧੀ ਜਦੋਂ ਸਬੰਧਤ ਵਿਭਾਗ ਦੇ ਅਧਿਕਾਰੀਆਂ ਨਾਲ ਗੱਲਬਾਤ ਕੀਤੀ ਗਈ ਤਾਂ ਉਨ੍ਹਾਂ ਕਿਹਾ ਕਿ ਮਾਮਲੇ ਦੀ ਜਾਂਚ ਕੀਤੀ ਜਾ ਰਹੀ ਹੈ। ਜਾਣਕਾਰੀ ਅਨੁਸਾਰ ਇਸ ਮਾਮਲੇ ਸਬੰਧੀ ਉੱਚ ਅਧਿਕਾਰੀਆਂ ਨੂੰ ਵੀ ਜਾਣੂ ਕਰਵਾ ਦਿੱਤਾ ਗਿਆ ਹੈ ਅਤੇ ਅਗਲੇਰੀ ਕਾਰਵਾਈ ਜਾਰੀ ਹੈ। ਮਾਹਿਰਾਂ ਦਾ ਮੰਨਣਾ ਹੈ ਕਿ ਆਉਣ ਵਾਲੇ ਦਿਨਾਂ ਵਿੱਚ ਸਥਿਤੀ ਹੋਰ ਸਪੱਸ਼ਟ ਹੋ ਜਾਵੇਗੀ। ਇਸ ਸਬੰਧੀ ਜਦੋਂ ਸਬੰਧਤ ਵਿਭਾਗ ਦੇ ਅਧਿਕਾਰੀਆਂ ਨਾਲ ਗੱਲਬਾਤ ਕੀਤੀ ਗਈ ਤਾਂ ਉਨ੍ਹਾਂ ਕਿਹਾ ਕਿ ਮਾਮਲੇ ਦੀ ਜਾਂਚ ਕੀਤੀ ਜਾ ਰਹੀ ਹੈ। xyxy=(589,2095,770,2360)
classified-entry: ☛ ਅਸੀਂ, ਮੈਸਰਜ਼ ਗਰਗ ਟਰੇਡਿੰਗ ਕੰਪਨੀ, ਗਿੱਲ ਰੋਡ, ਲੁਧਿਆਣਾ ਦੇ ਮਾਲਕ ਬਿਆਨ ਕਰਦੇ ਹਾਂ ਕਿ ਸਾਡੀ ਫਰਮ ਦੀ ਜੀ.ਐਸ.ਟੀ. ਫਾਈਲ ਅਤੇ ਕੁਝ ਜ਼ਰੂਰੀ ਕਾਗਜ਼ਾਤ ਰਸਤੇ ਵਿੱਚ ਕਿਤੇ ਡਿੱਗ ਪਏ ਹਨ। ਜਿਸ ਕਿਸੇ ਸੱਜਣ ਨੂੰ ਮਿਲਣ, ਉਹ ਸੂਚਿਤ ਕਰਨ ਦੀ ਕਿਰਪਾਲਤਾ ਕਰੇ। ਯੋਗ ਇਨਾਮ ਦਿੱਤਾ ਜਾਵੇਗਾ। xyxy=(1335,1201,1506,1266)
pointer-icon: ☛ xyxy=(1172,207,1180,218)
body-fill: ਉਨ੍ਹਾਂ ਕਿਹਾ ਕਿ ਨਸ਼ਿਆਂ ਦੇ ਵੱਧ ਰਹੇ ਰੁਝਾਨ ਨੇ ਪੰਜਾਬ ਦੀ ਜਵਾਨੀ ਨੂੰ ਖੋਖਲਾ ਕਰ ਕੇ ਰੱਖ ਦਿੱਤਾ ਹੈ ਅਤੇ ਸਰਕਾਰਾਂ ਇਸ ਪਾਸੇ ਕੋਈ ਠੋਸ ਕਦਮ ਨਹੀਂ ਚੁੱਕ ਰਹੀਆਂ। ਪਿੰਡਾਂ ਅਤੇ ਸ਼ਹਿਰਾਂ ਵਿੱਚ ਸ਼ਰੇਆਮ ਵਿਕ ਰਹੇ ਨਸ਼ੇ ਨੌਜਵਾਨ ਪੀੜ੍ਹੀ ਨੂੰ ਤਬਾਹ ਕਰ ਰਹੇ ਹਨ। ਸਮਾਜ ਸੇਵੀ ਸੰਸਥਾਵਾਂ ਨੂੰ ਅੱਗੇ ਆ ਕੇ ਇਸ ਕੋਹੜ ਵਿਰੁੱਧ ਲਾਮਬੰਦ ਹੋਣਾ ਚਾਹੀਦਾ ਹੈ। ਉਨ੍ਹਾਂ ਕਿਹਾ ਕਿ ਨਸ਼ਿਆਂ ਦੇ ਵੱਧ ਰਹੇ ਰੁਝਾਨ ਨੇ ਪੰਜਾਬ ਦੀ ਜਵਾਨੀ ਨੂੰ ਖੋਖਲਾ ਕਰ ਕੇ ਰੱਖ ਦਿੱਤਾ ਹੈ ਅਤੇ ਸਰਕਾਰਾਂ ਇਸ ਪਾਸੇ ਕੋਈ ਠੋਸ ਕਦਮ ਨਹੀਂ ਚੁੱਕ ਰਹੀਆਂ। ਪਿੰਡਾਂ ਅਤੇ ਸ਼ਹਿਰਾਂ ਵਿੱਚ ਸ਼ਰੇਆਮ ਵਿਕ ਰਹੇ ਨਸ਼ੇ ਨੌਜਵਾਨ ਪੀੜ੍ਹੀ ਨੂੰ ਤਬਾਹ ਕਰ ਰਹੇ ਹਨ। ਸਮਾਜ ਸੇਵੀ ਸੰਸਥਾਵਾਂ ਨੂੰ ਅੱਗੇ ਆ ਕੇ ਇਸ ਕੋਹੜ ਵਿਰੁੱਧ ਲਾਮਬੰਦ ਹੋਣਾ ਚਾਹੀਦਾ ਹੈ। ਉਨ੍ਹਾਂ ਕਿਹਾ ਕਿ ਨਸ਼ਿਆਂ ਦੇ ਵੱਧ ਰਹੇ ਰੁਝਾਨ ਨੇ ਪੰਜਾਬ ਦੀ ਜਵਾਨੀ ਨੂੰ ਖੋਖਲਾ ਕਰ ਕੇ ਰੱਖ ਦਿੱਤਾ ਹੈ ਅਤੇ ਸਰਕਾਰਾਂ ਇਸ ਪਾਸੇ ਕੋਈ ਠੋਸ ਕਦਮ ਨਹੀਂ ਚੁੱਕ ਰਹੀਆਂ। ਪਿੰਡਾਂ ਅਤੇ ਸ਼ਹਿਰਾਂ ਵਿੱਚ ਸ਼ਰੇਆਮ ਵਿਕ ਰਹੇ ਨਸ਼ੇ ਨੌਜਵਾਨ ਪੀੜ੍ਹੀ ਨੂੰ ਤਬਾਹ ਕਰ ਰਹੇ ਹਨ। ਸਮਾਜ ਸੇਵੀ ਸੰਸਥਾਵਾਂ ਨੂੰ ਅੱਗੇ ਆ ਕੇ ਇਸ ਕੋਹੜ ਵਿਰੁੱਧ ਲਾਮਬੰਦ ਹੋਣਾ ਚਾਹੀਦਾ ਹੈ। xyxy=(782,664,1161,1284)
classified-entry: ☛ ਮੈਂ, ਬਲਦੇਵ ਸਿੰਘ ਪੁੱਤਰ ਹਰਚੰਦ ਸਿੰਘ ਵਾਸੀ ਮਕਾਨ ਨੰ: 3261, ਗਲੀ ਨੰ: 4, ਸ਼ਹੀਦ ਭਗਤ ਸਿੰਘ ਨਗਰ, ਲੁਧਿਆਣਾ ਦਾ ਰਹਿਣ ਵਾਲਾ ਹਾਂ। ਮੇਰਾ ਲੜਕਾ ਮੇਰੇ ਅਤੇ ਮੇਰੀ ਪਤਨੀ ਦੇ ਕਹਿਣੇ ਤੋਂ ਬਾਹਰ ਹੈ, ਇਸ ਲਈ ਮੈਂ ਉਸ ਨੂੰ ਅਤੇ ਉਸ ਦੀ ਪਤਨੀ ਨੂੰ ਆਪਣੀ ਜਾਇਦਾਦ ਤੋਂ ਬੇਦਖਲ ਕਰਦਾ ਹਾਂ। ਮੇਰੀ ਕੋਈ ਜ਼ਿੰਮੇਵਾਰੀ ਨਹੀਂ ਹੋਵੇਗੀ। xyxy=(1172,280,1327,355)
body-fill: ਇਸ ਮੌਕੇ ਵੱਡੀ ਗਿਣਤੀ ਵਿੱਚ ਆਗੂ ਅਤੇ ਵਰਕਰ ਹਾਜ਼ਰ ਸਨ। ਬੁਲਾਰਿਆਂ ਨੇ ਕਿਹਾ ਕਿ ਪਾਰਟੀ ਨੂੰ ਹੇਠਲੇ ਪੱਧਰ ਤੱਕ ਮਜ਼ਬੂਤ ਕਰਨ ਲਈ ਹਰ ਵਰਕਰ ਨੂੰ ਅੱਗੇ ਆਉਣਾ ਪਵੇਗਾ। ਉਨ੍ਹਾਂ ਕਿਹਾ ਕਿ ਆਉਣ ਵਾਲੀਆਂ ਚੋਣਾਂ ਵਿੱਚ ਲੋਕ ਮੌਜੂਦਾ ਸਰਕਾਰ ਦੀਆਂ ਲੋਕ ਵਿਰੋਧੀ ਨੀਤੀਆਂ ਦਾ ਮੂੰਹ ਤੋੜ ਜਵਾਬ ਦੇਣਗੇ। ਹਲਕੇ ਦੇ ਲੋਕਾਂ ਨਾਲ ਕੀਤੇ ਵਾਅਦੇ ਪੂਰੇ ਨਾ ਹੋਣ ਕਾਰਨ ਭਾਰੀ ਰੋਸ ਪਾਇਆ ਜਾ ਰਿਹਾ ਹੈ। ਇਸ ਮੌਕੇ ਵੱਡੀ ਗਿਣਤੀ ਵਿੱਚ ਆਗੂ ਅਤੇ ਵਰਕਰ ਹਾਜ਼ਰ ਸਨ। ਬੁਲਾਰਿਆਂ ਨੇ ਕਿਹਾ ਕਿ ਪਾਰਟੀ ਨੂੰ ਹੇਠਲੇ ਪੱਧਰ ਤੱਕ ਮਜ਼ਬੂਤ ਕਰਨ ਲਈ ਹਰ ਵਰਕਰ ਨੂੰ ਅੱਗੇ ਆਉਣਾ ਪਵੇਗਾ। ਉਨ੍ਹਾਂ ਕਿਹਾ ਕਿ ਆਉਣ ਵਾਲੀਆਂ ਚੋਣਾਂ ਵਿੱਚ ਲੋਕ ਮੌਜੂਦਾ ਸਰਕਾਰ ਦੀਆਂ ਲੋਕ ਵਿਰੋਧੀ ਨੀਤੀਆਂ ਦਾ ਮੂੰਹ ਤੋੜ ਜਵਾਬ ਦੇਣਗੇ। ਹਲਕੇ ਦੇ ਲੋਕਾਂ ਨਾਲ ਕੀਤੇ ਵਾਅਦੇ ਪੂਰੇ ਨਾ ਹੋਣ ਕਾਰਨ ਭਾਰੀ ਰੋਸ ਪਾਇਆ ਜਾ ਰਿਹਾ ਹੈ। ਇਸ ਮੌਕੇ ਵੱਡੀ ਗਿਣਤੀ ਵਿੱਚ ਆਗੂ ਅਤੇ ਵਰਕਰ ਹਾਜ਼ਰ ਸਨ। ਬੁਲਾਰਿਆਂ ਨੇ ਕਿਹਾ ਕਿ ਪਾਰਟੀ ਨੂੰ ਹੇਠਲੇ ਪੱਧਰ ਤੱਕ ਮਜ਼ਬੂਤ ਕਰਨ ਲਈ ਹਰ ਵਰਕਰ ਨੂੰ ਅੱਗੇ ਆਉਣਾ ਪਵੇਗਾ। ਉਨ੍ਹਾਂ ਕਿਹਾ ਕਿ ਆਉਣ ਵਾਲੀਆਂ ਚੋਣਾਂ ਵਿੱਚ ਲੋਕ ਮੌਜੂਦਾ ਸਰਕਾਰ ਦੀਆਂ ਲੋਕ ਵਿਰੋਧੀ ਨੀਤੀਆਂ ਦਾ ਮੂੰਹ ਤੋੜ ਜਵਾਬ ਦੇਣਗੇ। ਹਲਕੇ ਦੇ ਲੋਕਾਂ ਨਾਲ ਕੀਤੇ ਵਾਅਦੇ ਪੂਰੇ ਨਾ ਹੋਣ ਕਾਰਨ ਭਾਰੀ ਰੋਸ ਪਾਇਆ ਜਾ ਰਿਹਾ ਹੈ। xyxy=(589,1330,770,1551)
classified-entry: ☛ ਮੈਂ, ਹਰਮੇਸ਼ ਸਿੰਘ ਪੁੱਤਰ ਗੁਰਬਚਨ ਸਿੰਘ ਵਾਸੀ ਪਿੰਡ ਨੂਰਪੁਰ ਬੇਟ ਬਿਆਨ ਕਰਦਾ ਹਾਂ ਕਿ ਮੇਰੇ ਟਰੈਕਟਰ ਦੀ ਆਰ.ਸੀ. ਅਤੇ ਬੀਮਾ ਪਾਲਿਸੀ ਦੇ ਅਸਲ ਕਾਗਜ਼ਾਤ ਕਿਤੇ ਗੁੰਮ ਹੋ ਗਏ ਹਨ। ਮਿਲਣ ਵਾਲਾ ਮੋਬਾਈਲ ਉੱਤੇ ਸੂਚਿਤ ਕਰੇ। ਯੋਗ ਇਨਾਮ ਦਿੱਤਾ ਜਾਵੇਗਾ। xyxy=(1335,1334,1506,1389)
classifieds-column-b xyxy=(1335,41,1506,2387)
continued-article-title: ਬਾਬਾ ਬੰਦਾ ਸਿੰਘ ਬਹਾਦਰ ਦੀ... xyxy=(426,2167,551,2180)
classified-entry: ☛ ਮੈਂ, ਅਮਰਜੀਤ ਸਿੰਘ ਪੁੱਤਰ ਦਲੀਪ ਸਿੰਘ ਵਾਸੀ ਪਿੰਡ ਮਾਂਗਟ, ਲੁਧਿਆਣਾ ਬਿਆਨ ਕਰਦਾ ਹਾਂ ਕਿ ਮੇਰੀ ਬੀ.ਏ. ਭਾਗ ਪਹਿਲਾ ਦੀ ਡੀ.ਐਮ.ਸੀ. ਰੋਲ ਨੰਬਰ 3447 ਮਿਤੀ 27-02-2006 ਕਿਤੇ ਗੁੰਮ ਹੋ ਗਈ ਹੈ। ਜਿਸ ਕਿਸੇ ਨੂੰ ਮਿਲੇ, ਮੋਬਾਈਲ ਨੰਬਰ 94634-19781 ਉੱਤੇ ਸੂਚਿਤ ਕਰੇ। ਇਸ ਸਬੰਧੀ ਰਪਟ ਨੰਬਰ 395773/2023 ਮਿਤੀ 14-10-2023 ਦਰਜ ਕਰਵਾਈ ਜਾ ਚੁੱਕੀ ਹੈ। xyxy=(1335,861,1506,938)
sukhdev-body xyxy=(214,601,589,951)
body-lead: ਉਨ੍ਹਾਂ ਕਿਹਾ ਕਿ ਪਾਰਟੀ ਛੱਡ ਕੇ ਜਾਣ ਵਾਲੇ ਆਗੂ ਲੋਕਾਂ ਦਾ ਭਰੋਸਾ ਗੁਆ ਚੁੱਕੇ ਹਨ ਅਤੇ ਆਉਣ ਵਾਲੀਆਂ ਚੋਣਾਂ ਵਿੱਚ ਲੋਕ ਇਨ੍ਹਾਂ ਨੂੰ ਮੂੰਹ ਨਹੀਂ ਲਾਉਣਗੇ। ਹਲਕੇ ਦੇ ਵਿਕਾਸ ਲਈ ਸਰਕਾਰ ਵਚਨਬੱਧ ਹੈ। xyxy=(17,1890,197,1933)
body-fill: ਉਨ੍ਹਾਂ ਕਿਹਾ ਕਿ ਨਸ਼ਿਆਂ ਦੇ ਵੱਧ ਰਹੇ ਰੁਝਾਨ ਨੇ ਪੰਜਾਬ ਦੀ ਜਵਾਨੀ ਨੂੰ ਖੋਖਲਾ ਕਰ ਕੇ ਰੱਖ ਦਿੱਤਾ ਹੈ ਅਤੇ ਸਰਕਾਰਾਂ ਇਸ ਪਾਸੇ ਕੋਈ ਠੋਸ ਕਦਮ ਨਹੀਂ ਚੁੱਕ ਰਹੀਆਂ। ਪਿੰਡਾਂ ਅਤੇ ਸ਼ਹਿਰਾਂ ਵਿੱਚ ਸ਼ਰੇਆਮ ਵਿਕ ਰਹੇ ਨਸ਼ੇ ਨੌਜਵਾਨ ਪੀੜ੍ਹੀ ਨੂੰ ਤਬਾਹ ਕਰ ਰਹੇ ਹਨ। ਸਮਾਜ ਸੇਵੀ ਸੰਸਥਾਵਾਂ ਨੂੰ ਅੱਗੇ ਆ ਕੇ ਇਸ ਕੋਹੜ ਵਿਰੁੱਧ ਲਾਮਬੰਦ ਹੋਣਾ ਚਾਹੀਦਾ ਹੈ। ਉਨ੍ਹਾਂ ਕਿਹਾ ਕਿ ਨਸ਼ਿਆਂ ਦੇ ਵੱਧ ਰਹੇ ਰੁਝਾਨ ਨੇ ਪੰਜਾਬ ਦੀ ਜਵਾਨੀ ਨੂੰ ਖੋਖਲਾ ਕਰ ਕੇ ਰੱਖ ਦਿੱਤਾ ਹੈ ਅਤੇ ਸਰਕਾਰਾਂ ਇਸ ਪਾਸੇ ਕੋਈ ਠੋਸ ਕਦਮ ਨਹੀਂ ਚੁੱਕ ਰਹੀਆਂ। ਪਿੰਡਾਂ ਅਤੇ ਸ਼ਹਿਰਾਂ ਵਿੱਚ ਸ਼ਰੇਆਮ ਵਿਕ ਰਹੇ ਨਸ਼ੇ ਨੌਜਵਾਨ ਪੀੜ੍ਹੀ ਨੂੰ ਤਬਾਹ ਕਰ ਰਹੇ ਹਨ। ਸਮਾਜ ਸੇਵੀ ਸੰਸਥਾਵਾਂ ਨੂੰ ਅੱਗੇ ਆ ਕੇ ਇਸ ਕੋਹੜ ਵਿਰੁੱਧ ਲਾਮਬੰਦ ਹੋਣਾ ਚਾਹੀਦਾ ਹੈ। ਉਨ੍ਹਾਂ ਕਿਹਾ ਕਿ ਨਸ਼ਿਆਂ ਦੇ ਵੱਧ ਰਹੇ ਰੁਝਾਨ ਨੇ ਪੰਜਾਬ ਦੀ ਜਵਾਨੀ ਨੂੰ ਖੋਖਲਾ ਕਰ ਕੇ ਰੱਖ ਦਿੱਤਾ ਹੈ ਅਤੇ ਸਰਕਾਰਾਂ ਇਸ ਪਾਸੇ ਕੋਈ ਠੋਸ ਕਦਮ ਨਹੀਂ ਚੁੱਕ ਰਹੀਆਂ। ਪਿੰਡਾਂ ਅਤੇ ਸ਼ਹਿਰਾਂ ਵਿੱਚ ਸ਼ਰੇਆਮ ਵਿਕ ਰਹੇ ਨਸ਼ੇ ਨੌਜਵਾਨ ਪੀੜ੍ਹੀ ਨੂੰ ਤਬਾਹ ਕਰ ਰਹੇ ਹਨ। ਸਮਾਜ ਸੇਵੀ ਸੰਸਥਾਵਾਂ ਨੂੰ ਅੱਗੇ ਆ ਕੇ ਇਸ ਕੋਹੜ ਵਿਰੁੱਧ ਲਾਮਬੰਦ ਹੋਣਾ ਚਾਹੀਦਾ ਹੈ। xyxy=(17,1669,197,1867)
article-body xyxy=(782,664,1161,1293)
bedakhli-radd-list xyxy=(1335,491,1506,535)
continued-article-title: ਸਾਬਕਾ ਵਿਧਾਇਕ ਕੁਲਬੀਰ... xyxy=(47,2272,165,2286)
body-fill: ਜਾਣਕਾਰੀ ਅਨੁਸਾਰ ਇਸ ਮਾਮਲੇ ਸਬੰਧੀ ਉੱਚ ਅਧਿਕਾਰੀਆਂ ਨੂੰ ਵੀ ਜਾਣੂ ਕਰਵਾ ਦਿੱਤਾ ਗਿਆ ਹੈ ਅਤੇ ਅਗਲੇਰੀ ਕਾਰਵਾਈ ਜਾਰੀ ਹੈ। ਮਾਹਿਰਾਂ ਦਾ ਮੰਨਣਾ ਹੈ ਕਿ ਆਉਣ ਵਾਲੇ ਦਿਨਾਂ ਵਿੱਚ ਸਥਿਤੀ ਹੋਰ ਸਪੱਸ਼ਟ ਹੋ ਜਾਵੇਗੀ। ਇਸ ਸਬੰਧੀ ਜਦੋਂ ਸਬੰਧਤ ਵਿਭਾਗ ਦੇ ਅਧਿਕਾਰੀਆਂ ਨਾਲ ਗੱਲਬਾਤ ਕੀਤੀ ਗਈ ਤਾਂ ਉਨ੍ਹਾਂ ਕਿਹਾ ਕਿ ਮਾਮਲੇ ਦੀ ਜਾਂਚ ਕੀਤੀ ਜਾ ਰਹੀ ਹੈ। xyxy=(214,1079,392,1156)
continued-article-israel-hamas xyxy=(17,1342,196,1868)
main-region xyxy=(214,41,1161,1296)
classified-entry: ☛ ਅਸੀਂ, ਕਸ਼ਮੀਰ ਸਿੰਘ ਪੁੱਤਰ ਸ੍ਰੀ ਰਾਮ ਨਛੱਤਰ ਵਾਸੀ 7422, ਭਾਈ ਰਣਧੀਰ ਸਿੰਘ ਨਗਰ, ਲੁਧਿਆਣਾ ਅਤੇ ਮੇਰੀ ਪਤਨੀ ਗੁਰਮੀਤ ਕੌਰ ਬਿਆਨ ਕਰਦੇ ਹਾਂ ਕਿ ਸਾਡਾ ਲੜਕਾ ਅਤੇ ਨੂੰਹ ਸਾਡੇ ਕਹਿਣੇ ਤੋਂ ਬਾਹਰ ਹਨ। ਅਸੀਂ ਇਨ੍ਹਾਂ ਨੂੰ ਆਪਣੀ ਚੱਲ ਅਚੱਲ ਜਾਇਦਾਦ ਤੋਂ ਬੇਦਖਲ ਕਰਦੇ ਹਾਂ। xyxy=(1172,207,1327,273)
pointer-icon: ☛ xyxy=(1335,1078,1343,1088)
classified-entry: ☛ ਮੈਂ, ਗੁਰਦੀਪ ਸਿੰਘ ਪੁੱਤਰ ਮੇਜਰ ਸਿੰਘ ਵਾਸੀ ਪਿੰਡ ਝੋਰੜਾਂ, ਤਹਿਸੀਲ ਜਗਰਾਉਂ ਬਿਆਨ ਕਰਦਾ ਹਾਂ ਕਿ ਮੇਰਾ ਭਰਾ ਅਤੇ ਭਰਜਾਈ ਪਰਿਵਾਰਕ ਜਾਇਦਾਦ ਸਬੰਧੀ ਝੂਠੇ ਦਾਅਵੇ ਕਰ ਰਹੇ ਹਨ। ਮੇਰਾ ਇਨ੍ਹਾਂ ਨਾਲ ਕੋਈ ਲੈਣ ਦੇਣ ਨਹੀਂ ਹੈ। ਜੋ ਕੋਈ ਇਨ੍ਹਾਂ ਨਾਲ ਸੌਦਾ ਕਰੇਗਾ, ਉਹ ਖੁਦ ਜ਼ਿੰਮੇਵਾਰ ਹੋਵੇਗਾ। xyxy=(1172,724,1327,790)
pointer-icon: ☛ xyxy=(1335,1006,1343,1016)
classified-entry: ☛ ਮੈਂ, ਹਰਦਿਆਲ ਸਿੰਘ ਪੁੱਤਰ ਸੱਜਣ ਸਿੰਘ ਵਾਸੀ ਪਿੰਡ ਹਠੂਰ, ਤਹਿਸੀਲ ਜਗਰਾਉਂ ਆਪਣੇ ਲੜਕੇ ਅਤੇ ਨੂੰਹ ਨੂੰ, ਜੋ ਮੇਰੇ ਕਹਿਣੇ ਤੋਂ ਬਾਹਰ ਹਨ, ਆਪਣੀ ਚੱਲ ਅਚੱਲ ਜਾਇਦਾਦ ਤੋਂ ਬੇਦਖਲ ਕਰਦਾ ਹਾਂ। ਲੈਣ ਦੇਣ ਕਰਨ ਵਾਲਾ ਖੁਦ ਜ਼ਿੰਮੇਵਾਰ ਹੋਵੇਗਾ। xyxy=(1335,68,1506,121)
classified-entry: ☛ ਮੈਂ, ਵਿਦਿਆ ਦੇਵੀ ਪਤਨੀ ਸਵਰਗੀ ਰਾਮ ਸਰੂਪ ਵਾਸੀ ਮਕਾਨ ਨੰ: 1230, ਗੁਰੂ ਅਰਜਨ ਦੇਵ ਨਗਰ, ਲੁਧਿਆਣਾ ਬਿਆਨ ਕਰਦੀ ਹਾਂ ਕਿ ਮੇਰਾ ਪੋਤਰਾ ਮੇਰੀ ਦੇਖਭਾਲ ਨਹੀਂ ਕਰਦਾ ਅਤੇ ਕਹਿਣੇ ਤੋਂ ਬਾਹਰ ਹੈ। ਮੈਂ ਉਸ ਨੂੰ ਆਪਣੀ ਹਰ ਕਿਸਮ ਦੀ ਜਾਇਦਾਦ ਤੋਂ ਬੇਦਖਲ ਕਰਦੀ ਹਾਂ। xyxy=(1172,797,1327,861)
gummshudgi-list xyxy=(1335,861,1506,1512)
continued-article-title: ਇਜ਼ਰਾਈਲ-ਹਮਾਸ ਜੰਗ ਜਾਰੀ xyxy=(47,1341,166,1355)
pointer-icon: ☛ xyxy=(1172,41,1180,50)
photo-portrait-baba-balbir-singh xyxy=(6,107,65,181)
column-divider xyxy=(1167,41,1168,2387)
pointer-icon: ☛ xyxy=(1335,1273,1343,1283)
newspaper-brand xyxy=(9,2,112,35)
jail-headline: ਕਾਲ ਰਿਕਾਰਡ ਕਰਨ 'ਤੇ ਹੋ ਸਕਦੀ ਹੈ 2 ਸਾਲ ਦੀ ਜੇਲ xyxy=(399,957,779,984)
body-fill: ਇਸ ਮੌਕੇ ਹੋਰਨਾਂ ਤੋਂ ਇਲਾਵਾ ਜਥੇਦਾਰ ਗੁਰਮੇਲ ਸਿੰਘ, ਹਰਦੀਪ ਸਿੰਘ, ਬਲਵਿੰਦਰ ਸਿੰਘ, ਸੁਖਵਿੰਦਰ ਸਿੰਘ, ਜਸਪਾਲ ਸਿੰਘ, ਕੁਲਵੰਤ ਸਿੰਘ, ਮਨਪ੍ਰੀਤ ਸਿੰਘ, ਗੁਰਪ੍ਰੀਤ ਸਿੰਘ ਅਤੇ ਵੱਡੀ ਗਿਣਤੀ ਵਿੱਚ ਇਲਾਕਾ ਨਿਵਾਸੀ ਹਾਜ਼ਰ ਸਨ। ਆਗੂਆਂ ਨੇ ਭਰੋਸਾ ਦਿੱਤਾ ਕਿ ਲੋਕਾਂ ਦੀਆਂ ਮੁਸ਼ਕਿਲਾਂ ਦੇ ਹੱਲ ਲਈ ਹਰ ਸੰਭਵ ਯਤਨ ਕੀਤੇ ਜਾਣਗੇ। ਇਸ ਮੌਕੇ ਹੋਰਨਾਂ ਤੋਂ ਇਲਾਵਾ ਜਥੇਦਾਰ ਗੁਰਮੇਲ ਸਿੰਘ, ਹਰਦੀਪ ਸਿੰਘ, ਬਲਵਿੰਦਰ ਸਿੰਘ, ਸੁਖਵਿੰਦਰ ਸਿੰਘ, ਜਸਪਾਲ ਸਿੰਘ, ਕੁਲਵੰਤ ਸਿੰਘ, ਮਨਪ੍ਰੀਤ ਸਿੰਘ, ਗੁਰਪ੍ਰੀਤ ਸਿੰਘ ਅਤੇ ਵੱਡੀ ਗਿਣਤੀ ਵਿੱਚ ਇਲਾਕਾ ਨਿਵਾਸੀ ਹਾਜ਼ਰ ਸਨ। ਆਗੂਆਂ ਨੇ ਭਰੋਸਾ ਦਿੱਤਾ ਕਿ ਲੋਕਾਂ ਦੀਆਂ ਮੁਸ਼ਕਿਲਾਂ ਦੇ ਹੱਲ ਲਈ ਹਰ ਸੰਭਵ ਯਤਨ ਕੀਤੇ ਜਾਣਗੇ। xyxy=(398,1662,578,1795)
classified-entry: ☛ ਮੈਂ, ਨਿਰਮਲ ਸਿੰਘ ਪੁੱਤਰ ਪਿਆਰਾ ਸਿੰਘ ਵਾਸੀ ਪਿੰਡ ਸਿੱਧਵਾਂ ਬੇਟ ਆਪਣੇ ਛੋਟੇ ਭਰਾ ਨੂੰ ਗਲਤ ਸੰਗਤ ਕਾਰਨ ਆਪਣੀ ਜਾਇਦਾਦ ਤੋਂ ਬੇਦਖਲ ਕਰਦਾ ਹਾਂ। ਅੱਗੇ ਤੋਂ ਮੇਰਾ ਉਸ ਨਾਲ ਕੋਈ ਵਾਸਤਾ ਨਹੀਂ ਹੋਵੇਗਾ। xyxy=(1335,302,1506,344)
body-fill: ਜਾਣਕਾਰੀ ਅਨੁਸਾਰ ਇਸ ਮਾਮਲੇ ਸਬੰਧੀ ਉੱਚ ਅਧਿਕਾਰੀਆਂ ਨੂੰ ਵੀ ਜਾਣੂ ਕਰਵਾ ਦਿੱਤਾ ਗਿਆ ਹੈ ਅਤੇ ਅਗਲੇਰੀ ਕਾਰਵਾਈ ਜਾਰੀ ਹੈ। ਮਾਹਿਰਾਂ ਦਾ ਮੰਨਣਾ ਹੈ ਕਿ ਆਉਣ ਵਾਲੇ ਦਿਨਾਂ ਵਿੱਚ ਸਥਿਤੀ ਹੋਰ ਸਪੱਸ਼ਟ ਹੋ ਜਾਵੇਗੀ। ਇਸ ਸਬੰਧੀ ਜਦੋਂ ਸਬੰਧਤ ਵਿਭਾਗ ਦੇ ਅਧਿਕਾਰੀਆਂ ਨਾਲ ਗੱਲਬਾਤ ਕੀਤੀ ਗਈ ਤਾਂ ਉਨ੍ਹਾਂ ਕਿਹਾ ਕਿ ਮਾਮਲੇ ਦੀ ਜਾਂਚ ਕੀਤੀ ਜਾ ਰਹੀ ਹੈ। ਜਾਣਕਾਰੀ ਅਨੁਸਾਰ ਇਸ ਮਾਮਲੇ ਸਬੰਧੀ ਉੱਚ ਅਧਿਕਾਰੀਆਂ ਨੂੰ ਵੀ ਜਾਣੂ ਕਰਵਾ ਦਿੱਤਾ ਗਿਆ ਹੈ ਅਤੇ ਅਗਲੇਰੀ ਕਾਰਵਾਈ ਜਾਰੀ ਹੈ। ਮਾਹਿਰਾਂ ਦਾ ਮੰਨਣਾ ਹੈ ਕਿ ਆਉਣ ਵਾਲੇ ਦਿਨਾਂ ਵਿੱਚ ਸਥਿਤੀ ਹੋਰ ਸਪੱਸ਼ਟ ਹੋ ਜਾਵੇਗੀ। ਇਸ ਸਬੰਧੀ ਜਦੋਂ ਸਬੰਧਤ ਵਿਭਾਗ ਦੇ ਅਧਿਕਾਰੀਆਂ ਨਾਲ ਗੱਲਬਾਤ ਕੀਤੀ ਗਈ ਤਾਂ ਉਨ੍ਹਾਂ ਕਿਹਾ ਕਿ ਮਾਮਲੇ ਦੀ ਜਾਂਚ ਕੀਤੀ ਜਾ ਰਹੀ ਹੈ। ਜਾਣਕਾਰੀ ਅਨੁਸਾਰ ਇਸ ਮਾਮਲੇ ਸਬੰਧੀ ਉੱਚ ਅਧਿਕਾਰੀਆਂ ਨੂੰ ਵੀ ਜਾਣੂ ਕਰਵਾ ਦਿੱਤਾ ਗਿਆ ਹੈ ਅਤੇ ਅਗਲੇਰੀ ਕਾਰਵਾਈ ਜਾਰੀ ਹੈ। ਮਾਹਿਰਾਂ ਦਾ ਮੰਨਣਾ ਹੈ ਕਿ ਆਉਣ ਵਾਲੇ ਦਿਨਾਂ ਵਿੱਚ ਸਥਿਤੀ ਹੋਰ ਸਪੱਸ਼ਟ ਹੋ ਜਾਵੇਗੀ। ਇਸ ਸਬੰਧੀ ਜਦੋਂ ਸਬੰਧਤ ਵਿਭਾਗ ਦੇ ਅਧਿਕਾਰੀਆਂ ਨਾਲ ਗੱਲਬਾਤ ਕੀਤੀ ਗਈ ਤਾਂ ਉਨ੍ਹਾਂ ਕਿਹਾ ਕਿ ਮਾਮਲੇ ਦੀ ਜਾਂਚ ਕੀਤੀ ਜਾ ਰਹੀ ਹੈ। xyxy=(782,897,967,1096)
classified-list-a xyxy=(1172,41,1327,1325)
body-fill: ਜਾਣਕਾਰੀ ਅਨੁਸਾਰ ਇਸ ਮਾਮਲੇ ਸਬੰਧੀ ਉੱਚ ਅਧਿਕਾਰੀਆਂ ਨੂੰ ਵੀ ਜਾਣੂ ਕਰਵਾ ਦਿੱਤਾ ਗਿਆ ਹੈ ਅਤੇ ਅਗਲੇਰੀ ਕਾਰਵਾਈ ਜਾਰੀ ਹੈ। ਮਾਹਿਰਾਂ ਦਾ ਮੰਨਣਾ ਹੈ ਕਿ ਆਉਣ ਵਾਲੇ ਦਿਨਾਂ ਵਿੱਚ ਸਥਿਤੀ ਹੋਰ ਸਪੱਸ਼ਟ ਹੋ ਜਾਵੇਗੀ। ਇਸ ਸਬੰਧੀ ਜਦੋਂ ਸਬੰਧਤ ਵਿਭਾਗ ਦੇ ਅਧਿਕਾਰੀਆਂ ਨਾਲ ਗੱਲਬਾਤ ਕੀਤੀ ਗਈ ਤਾਂ ਉਨ੍ਹਾਂ ਕਿਹਾ ਕਿ ਮਾਮਲੇ ਦੀ ਜਾਂਚ ਕੀਤੀ ਜਾ ਰਹੀ ਹੈ। ਜਾਣਕਾਰੀ ਅਨੁਸਾਰ ਇਸ ਮਾਮਲੇ ਸਬੰਧੀ ਉੱਚ ਅਧਿਕਾਰੀਆਂ ਨੂੰ ਵੀ ਜਾਣੂ ਕਰਵਾ ਦਿੱਤਾ ਗਿਆ ਹੈ ਅਤੇ ਅਗਲੇਰੀ ਕਾਰਵਾਈ ਜਾਰੀ ਹੈ। ਮਾਹਿਰਾਂ ਦਾ ਮੰਨਣਾ ਹੈ ਕਿ ਆਉਣ ਵਾਲੇ ਦਿਨਾਂ ਵਿੱਚ ਸਥਿਤੀ ਹੋਰ ਸਪੱਸ਼ਟ ਹੋ ਜਾਵੇਗੀ। ਇਸ ਸਬੰਧੀ ਜਦੋਂ ਸਬੰਧਤ ਵਿਭਾਗ ਦੇ ਅਧਿਕਾਰੀਆਂ ਨਾਲ ਗੱਲਬਾਤ ਕੀਤੀ ਗਈ ਤਾਂ ਉਨ੍ਹਾਂ ਕਿਹਾ ਕਿ ਮਾਮਲੇ ਦੀ ਜਾਂਚ ਕੀਤੀ ਜਾ ਰਹੀ ਹੈ। ਜਾਣਕਾਰੀ ਅਨੁਸਾਰ ਇਸ ਮਾਮਲੇ ਸਬੰਧੀ ਉੱਚ ਅਧਿਕਾਰੀਆਂ ਨੂੰ ਵੀ ਜਾਣੂ ਕਰਵਾ ਦਿੱਤਾ ਗਿਆ ਹੈ ਅਤੇ ਅਗਲੇਰੀ ਕਾਰਵਾਈ ਜਾਰੀ ਹੈ। ਮਾਹਿਰਾਂ ਦਾ ਮੰਨਣਾ ਹੈ ਕਿ ਆਉਣ ਵਾਲੇ ਦਿਨਾਂ ਵਿੱਚ ਸਥਿਤੀ ਹੋਰ ਸਪੱਸ਼ਟ ਹੋ ਜਾਵੇਗੀ। ਇਸ ਸਬੰਧੀ ਜਦੋਂ ਸਬੰਧਤ ਵਿਭਾਗ ਦੇ ਅਧਿਕਾਰੀਆਂ ਨਾਲ ਗੱਲਬਾਤ ਕੀਤੀ ਗਈ ਤਾਂ ਉਨ੍ਹਾਂ ਕਿਹਾ ਕਿ ਮਾਮਲੇ ਦੀ ਜਾਂਚ ਕੀਤੀ ਜਾ ਰਹੀ ਹੈ। xyxy=(398,1463,578,1672)
column-divider xyxy=(208,41,209,1294)
pointer-icon: ☛ xyxy=(1335,413,1343,423)
body-fill: ਇਸ ਮੌਕੇ ਹੋਰਨਾਂ ਤੋਂ ਇਲਾਵਾ ਜਥੇਦਾਰ ਗੁਰਮੇਲ ਸਿੰਘ, ਹਰਦੀਪ ਸਿੰਘ, ਬਲਵਿੰਦਰ ਸਿੰਘ, ਸੁਖਵਿੰਦਰ ਸਿੰਘ, ਜਸਪਾਲ ਸਿੰਘ, ਕੁਲਵੰਤ ਸਿੰਘ, ਮਨਪ੍ਰੀਤ ਸਿੰਘ, ਗੁਰਪ੍ਰੀਤ ਸਿੰਘ ਅਤੇ ਵੱਡੀ ਗਿਣਤੀ ਵਿੱਚ ਇਲਾਕਾ ਨਿਵਾਸੀ ਹਾਜ਼ਰ ਸਨ। ਆਗੂਆਂ ਨੇ ਭਰੋਸਾ ਦਿੱਤਾ ਕਿ ਲੋਕਾਂ ਦੀਆਂ ਮੁਸ਼ਕਿਲਾਂ ਦੇ ਹੱਲ ਲਈ ਹਰ ਸੰਭਵ ਯਤਨ ਕੀਤੇ ਜਾਣਗੇ। ਇਸ ਮੌਕੇ ਹੋਰਨਾਂ ਤੋਂ ਇਲਾਵਾ ਜਥੇਦਾਰ ਗੁਰਮੇਲ ਸਿੰਘ, ਹਰਦੀਪ ਸਿੰਘ, ਬਲਵਿੰਦਰ ਸਿੰਘ, ਸੁਖਵਿੰਦਰ ਸਿੰਘ, ਜਸਪਾਲ ਸਿੰਘ, ਕੁਲਵੰਤ ਸਿੰਘ, ਮਨਪ੍ਰੀਤ ਸਿੰਘ, ਗੁਰਪ੍ਰੀਤ ਸਿੰਘ ਅਤੇ ਵੱਡੀ ਗਿਣਤੀ ਵਿੱਚ ਇਲਾਕਾ ਨਿਵਾਸੀ ਹਾਜ਼ਰ ਸਨ। ਆਗੂਆਂ ਨੇ ਭਰੋਸਾ ਦਿੱਤਾ ਕਿ ਲੋਕਾਂ ਦੀਆਂ ਮੁਸ਼ਕਿਲਾਂ ਦੇ ਹੱਲ ਲਈ ਹਰ ਸੰਭਵ ਯਤਨ ਕੀਤੇ ਜਾਣਗੇ। xyxy=(207,1308,578,2371)
classified-entry: ☛ ਮੈਂ, ਗੁਰਚਰਨ ਸਿੰਘ ਪੁੱਤਰ ਸੰਤਾ ਸਿੰਘ ਵਾਸੀ ਪਿੰਡ ਗੁੱਜਰਵਾਲ ਨੇ ਆਪਣੇ ਲੜਕੇ ਨੂੰ ਜੋ ਬੇਦਖਲੀ ਨੋਟਿਸ ਦਿੱਤਾ ਸੀ, ਉਹ ਆਪਸੀ ਰਜ਼ਾਮੰਦੀ ਨਾਲ ਰੱਦ ਕਰਦਾ ਹਾਂ। ਹੁਣ ਉਹ ਮੇਰੀ ਜਾਇਦਾਦ ਵਿੱਚ ਪਹਿਲਾਂ ਵਾਂਗ ਹੱਕਦਾਰ ਹੋਵੇਗਾ। xyxy=(1335,490,1506,534)
edition-date: ਬੁੱਧਵਾਰ, 18 ਅਕਤੂਬਰ 2023 xyxy=(846,9,982,23)
body-fill: ਉਨ੍ਹਾਂ ਕਿਹਾ ਕਿ ਨਸ਼ਿਆਂ ਦੇ ਵੱਧ ਰਹੇ ਰੁਝਾਨ ਨੇ ਪੰਜਾਬ ਦੀ ਜਵਾਨੀ ਨੂੰ ਖੋਖਲਾ ਕਰ ਕੇ ਰੱਖ ਦਿੱਤਾ ਹੈ ਅਤੇ ਸਰਕਾਰਾਂ ਇਸ ਪਾਸੇ ਕੋਈ ਠੋਸ ਕਦਮ ਨਹੀਂ ਚੁੱਕ ਰਹੀਆਂ। ਪਿੰਡਾਂ ਅਤੇ ਸ਼ਹਿਰਾਂ ਵਿੱਚ ਸ਼ਰੇਆਮ ਵਿਕ ਰਹੇ ਨਸ਼ੇ ਨੌਜਵਾਨ ਪੀੜ੍ਹੀ ਨੂੰ ਤਬਾਹ ਕਰ ਰਹੇ ਹਨ। ਸਮਾਜ ਸੇਵੀ ਸੰਸਥਾਵਾਂ ਨੂੰ ਅੱਗੇ ਆ ਕੇ ਇਸ ਕੋਹੜ ਵਿਰੁੱਧ ਲਾਮਬੰਦ ਹੋਣਾ ਚਾਹੀਦਾ ਹੈ। xyxy=(6,173,203,238)
body-fill: ਉਨ੍ਹਾਂ ਕਿਹਾ ਕਿ ਨਸ਼ਿਆਂ ਦੇ ਵੱਧ ਰਹੇ ਰੁਝਾਨ ਨੇ ਪੰਜਾਬ ਦੀ ਜਵਾਨੀ ਨੂੰ ਖੋਖਲਾ ਕਰ ਕੇ ਰੱਖ ਦਿੱਤਾ ਹੈ ਅਤੇ ਸਰਕਾਰਾਂ ਇਸ ਪਾਸੇ ਕੋਈ ਠੋਸ ਕਦਮ ਨਹੀਂ ਚੁੱਕ ਰਹੀਆਂ। ਪਿੰਡਾਂ ਅਤੇ ਸ਼ਹਿਰਾਂ ਵਿੱਚ ਸ਼ਰੇਆਮ ਵਿਕ ਰਹੇ ਨਸ਼ੇ ਨੌਜਵਾਨ ਪੀੜ੍ਹੀ ਨੂੰ ਤਬਾਹ ਕਰ ਰਹੇ ਹਨ। ਸਮਾਜ ਸੇਵੀ ਸੰਸਥਾਵਾਂ ਨੂੰ ਅੱਗੇ ਆ ਕੇ ਇਸ ਕੋਹੜ ਵਿਰੁੱਧ ਲਾਮਬੰਦ ਹੋਣਾ ਚਾਹੀਦਾ ਹੈ। ਉਨ੍ਹਾਂ ਕਿਹਾ ਕਿ ਨਸ਼ਿਆਂ ਦੇ ਵੱਧ ਰਹੇ ਰੁਝਾਨ ਨੇ ਪੰਜਾਬ ਦੀ ਜਵਾਨੀ ਨੂੰ ਖੋਖਲਾ ਕਰ ਕੇ ਰੱਖ ਦਿੱਤਾ ਹੈ ਅਤੇ ਸਰਕਾਰਾਂ ਇਸ ਪਾਸੇ ਕੋਈ ਠੋਸ ਕਦਮ ਨਹੀਂ ਚੁੱਕ ਰਹੀਆਂ। ਪਿੰਡਾਂ ਅਤੇ ਸ਼ਹਿਰਾਂ ਵਿੱਚ ਸ਼ਰੇਆਮ ਵਿਕ ਰਹੇ ਨਸ਼ੇ ਨੌਜਵਾਨ ਪੀੜ੍ਹੀ ਨੂੰ ਤਬਾਹ ਕਰ ਰਹੇ ਹਨ। ਸਮਾਜ ਸੇਵੀ ਸੰਸਥਾਵਾਂ ਨੂੰ ਅੱਗੇ ਆ ਕੇ ਇਸ ਕੋਹੜ ਵਿਰੁੱਧ ਲਾਮਬੰਦ ਹੋਣਾ ਚਾਹੀਦਾ ਹੈ। xyxy=(214,601,589,943)
classified-entry: ☛ ਮੈਂ, ਮੋਹਨ ਲਾਲ ਪੁੱਤਰ ਸ੍ਰੀ ਰਾਮ ਚੰਦ ਵਾਸੀ ਸਲੇਮ ਟਾਬਰੀ, ਲੁਧਿਆਣਾ ਬਿਆਨ ਕਰਦਾ ਹਾਂ ਕਿ ਮੇਰਾ ਛੋਟਾ ਭਰਾ ਮੇਰੇ ਕਹਿਣੇ ਤੋਂ ਬਾਹਰ ਹੈ ਅਤੇ ਗਲਤ ਸੰਗਤ ਵਿੱਚ ਪੈ ਚੁੱਕਾ ਹੈ। ਮੈਂ ਉਸ ਨੂੰ ਆਪਣੀ ਚੱਲ ਅਚੱਲ ਜਾਇਦਾਦ ਤੋਂ ਬੇਦਖਲ ਕਰਦਾ ਹਾਂ। xyxy=(1172,1003,1327,1057)
classified-entry: ☛ ਮੈਂ, ਚਰਨਜੀਤ ਕੌਰ ਪਤਨੀ ਸਵਰਗੀ ਅਜੀਤ ਸਿੰਘ ਵਾਸੀ ਹਾਊਸ ਨੰ: 426, ਗਲੀ ਨੰ: 3, ਜਨਤਾ ਨਗਰ, ਲੁਧਿਆਣਾ ਬਿਆਨ ਕਰਦੀ ਹਾਂ ਕਿ ਮੇਰਾ ਛੋਟਾ ਲੜਕਾ ਅਤੇ ਉਸ ਦੀ ਪਤਨੀ ਮੇਰੇ ਨਾਲ ਲੜਾਈ ਝਗੜਾ ਕਰਦੇ ਰਹਿੰਦੇ ਹਨ ਅਤੇ ਕਹਿਣੇ ਤੋਂ ਬਾਹਰ ਹਨ। ਮੈਂ ਇਨ੍ਹਾਂ ਨੂੰ ਆਪਣੀ ਜਾਇਦਾਦ ਤੋਂ ਬੇਦਖਲ ਕਰਦੀ ਹਾਂ। xyxy=(1172,446,1327,512)
classified-entry: ☛ ਮੈਂ, ਕੇਵਲ ਕ੍ਰਿਸ਼ਨ ਪੁੱਤਰ ਦੌਲਤ ਰਾਮ ਵਾਸੀ ਮਾਡਲ ਗ੍ਰਾਮ, ਲੁਧਿਆਣਾ ਬਿਆਨ ਕਰਦਾ ਹਾਂ ਕਿ ਮੇਰਾ ਭਤੀਜਾ ਮੇਰੀ ਦੁਕਾਨ ਦੇ ਲੈਣ ਦੇਣ ਵਿੱਚ ਗੜਬੜੀ ਕਰ ਰਿਹਾ ਹੈ। ਮੇਰਾ ਉਸ ਨਾਲ ਕੋਈ ਕਾਰੋਬਾਰੀ ਸਬੰਧ ਨਹੀਂ ਰਿਹਾ। ਉਸ ਨਾਲ ਲੈਣ ਦੇਣ ਕਰਨ ਵਾਲਾ ਖੁਦ ਜ਼ਿੰਮੇਵਾਰ ਹੋਵੇਗਾ। xyxy=(1172,1259,1327,1324)
classified-entry: ☛ ਮੈਂ, ਜਗਜੀਤ ਕੌਰ ਪਤਨੀ ਬਲਵੀਰ ਸਿੰਘ ਵਾਸੀ ਪਿੰਡ ਬੱਦੋਵਾਲ ਬਿਆਨ ਕਰਦੀ ਹਾਂ ਕਿ ਮੇਰੀ ਜ਼ਮੀਨ ਦੀ ਫਰਦ ਨੰਬਰ 138 ਮਿਤੀ 18.04.2011 ਅਸਲ ਰੂਪ ਵਿੱਚ ਗੁੰਮ ਹੋ ਗਈ ਹੈ। ਇਸ ਸਬੰਧੀ ਰਪਟ ਨੰਬਰ 396390/2023 ਮਿਤੀ 16.10.2023 ਥਾਣਾ ਸਦਰ ਵਿਖੇ ਦਰਜ ਹੈ। ਮਿਲਣ ਵਾਲਾ ਸੰਪਰਕ ਕਰੇ: 94634-19781। xyxy=(1335,1006,1506,1071)
classified-entry: ☛ ਮੈਂ, ਦਰਸ਼ਨ ਲਾਲ ਪੁੱਤਰ ਅਮੀ ਚੰਦ ਵਾਸੀ ਫੀਲਡ ਗੰਜ, ਲੁਧਿਆਣਾ ਬਿਆਨ ਕਰਦਾ ਹਾਂ ਕਿ ਮੇਰਾ ਲੜਕਾ ਤੇ ਨੂੰਹ ਸਾਡੀ ਬੇਇੱਜ਼ਤੀ ਕਰਦੇ ਹਨ ਅਤੇ ਕਹਿਣੇ ਤੋਂ ਬਾਹਰ ਹਨ। ਅਸੀਂ ਦੋਵੇਂ ਪਤੀ ਪਤਨੀ ਇਨ੍ਹਾਂ ਨੂੰ ਆਪਣੀ ਚੱਲ ਅਚੱਲ ਜਾਇਦਾਦ ਤੋਂ ਬੇਦਖਲ ਕਰਦੇ ਹਾਂ। xyxy=(1172,1064,1327,1118)
continued-article-title: ਭਾਈ ਜਗਤਾਰ ਸਿੰਘ ਤਾਰਾ... xyxy=(431,1801,545,1814)
photo-meeting-group-2 xyxy=(782,139,1161,344)
body-fill: ਇਸ ਮੌਕੇ ਵੱਡੀ ਗਿਣਤੀ ਵਿੱਚ ਆਗੂ ਅਤੇ ਵਰਕਰ ਹਾਜ਼ਰ ਸਨ। ਬੁਲਾਰਿਆਂ ਨੇ ਕਿਹਾ ਕਿ ਪਾਰਟੀ ਨੂੰ ਹੇਠਲੇ ਪੱਧਰ ਤੱਕ ਮਜ਼ਬੂਤ ਕਰਨ ਲਈ ਹਰ ਵਰਕਰ ਨੂੰ ਅੱਗੇ ਆਉਣਾ ਪਵੇਗਾ। ਉਨ੍ਹਾਂ ਕਿਹਾ ਕਿ ਆਉਣ ਵਾਲੀਆਂ ਚੋਣਾਂ ਵਿੱਚ ਲੋਕ ਮੌਜੂਦਾ ਸਰਕਾਰ ਦੀਆਂ ਲੋਕ ਵਿਰੋਧੀ ਨੀਤੀਆਂ ਦਾ ਮੂੰਹ ਤੋੜ ਜਵਾਬ ਦੇਣਗੇ। ਹਲਕੇ ਦੇ ਲੋਕਾਂ ਨਾਲ ਕੀਤੇ ਵਾਅਦੇ ਪੂਰੇ ਨਾ ਹੋਣ ਕਾਰਨ ਭਾਰੀ ਰੋਸ ਪਾਇਆ ਜਾ ਰਿਹਾ ਹੈ। ਇਸ ਮੌਕੇ ਵੱਡੀ ਗਿਣਤੀ ਵਿੱਚ ਆਗੂ ਅਤੇ ਵਰਕਰ ਹਾਜ਼ਰ ਸਨ। ਬੁਲਾਰਿਆਂ ਨੇ ਕਿਹਾ ਕਿ ਪਾਰਟੀ ਨੂੰ ਹੇਠਲੇ ਪੱਧਰ ਤੱਕ ਮਜ਼ਬੂਤ ਕਰਨ ਲਈ ਹਰ ਵਰਕਰ ਨੂੰ ਅੱਗੇ ਆਉਣਾ ਪਵੇਗਾ। ਉਨ੍ਹਾਂ ਕਿਹਾ ਕਿ ਆਉਣ ਵਾਲੀਆਂ ਚੋਣਾਂ ਵਿੱਚ ਲੋਕ ਮੌਜੂਦਾ ਸਰਕਾਰ ਦੀਆਂ ਲੋਕ ਵਿਰੋਧੀ ਨੀਤੀਆਂ ਦਾ ਮੂੰਹ ਤੋੜ ਜਵਾਬ ਦੇਣਗੇ। ਹਲਕੇ ਦੇ ਲੋਕਾਂ ਨਾਲ ਕੀਤੇ ਵਾਅਦੇ ਪੂਰੇ ਨਾ ਹੋਣ ਕਾਰਨ ਭਾਰੀ ਰੋਸ ਪਾਇਆ ਜਾ ਰਿਹਾ ਹੈ। xyxy=(6,385,203,518)
continued-article-garhshari xyxy=(399,1414,578,1795)
main-headline: ਗੁਰਦੁਆਰਾ ਸੋਮਸਰ ਸਾਹਿਬ ਵਿਖੇ ਭਾਈ ਅੰਮ੍ਰਿਤਪਾਲ ਸਿੰਘ ਛੰਦੜਾਂ ਦੀ ਅਗਵਾਈ 'ਚ ਹੋਈ ਸ਼੍ਰੋਮਣੀ ਅਕਾਲੀ ਦਲ (ਅ) ਦੀ ਮੀਟਿੰਗ xyxy=(247,41,1129,106)
body-fill: ਜਾਣਕਾਰੀ ਅਨੁਸਾਰ ਇਸ ਮਾਮਲੇ ਸਬੰਧੀ ਉੱਚ ਅਧਿਕਾਰੀਆਂ ਨੂੰ ਵੀ ਜਾਣੂ ਕਰਵਾ ਦਿੱਤਾ ਗਿਆ ਹੈ ਅਤੇ ਅਗਲੇਰੀ ਕਾਰਵਾਈ ਜਾਰੀ ਹੈ। ਮਾਹਿਰਾਂ ਦਾ ਮੰਨਣਾ ਹੈ ਕਿ ਆਉਣ ਵਾਲੇ ਦਿਨਾਂ ਵਿੱਚ ਸਥਿਤੀ ਹੋਰ ਸਪੱਸ਼ਟ ਹੋ ਜਾਵੇਗੀ। ਇਸ ਸਬੰਧੀ ਜਦੋਂ ਸਬੰਧਤ ਵਿਭਾਗ ਦੇ ਅਧਿਕਾਰੀਆਂ ਨਾਲ ਗੱਲਬਾਤ ਕੀਤੀ ਗਈ ਤਾਂ ਉਨ੍ਹਾਂ ਕਿਹਾ ਕਿ ਮਾਮਲੇ ਦੀ ਜਾਂਚ ਕੀਤੀ ਜਾ ਰਹੀ ਹੈ। ਜਾਣਕਾਰੀ ਅਨੁਸਾਰ ਇਸ ਮਾਮਲੇ ਸਬੰਧੀ ਉੱਚ ਅਧਿਕਾਰੀਆਂ ਨੂੰ ਵੀ ਜਾਣੂ ਕਰਵਾ ਦਿੱਤਾ ਗਿਆ ਹੈ ਅਤੇ ਅਗਲੇਰੀ ਕਾਰਵਾਈ ਜਾਰੀ ਹੈ। ਮਾਹਿਰਾਂ ਦਾ ਮੰਨਣਾ ਹੈ ਕਿ ਆਉਣ ਵਾਲੇ ਦਿਨਾਂ ਵਿੱਚ ਸਥਿਤੀ ਹੋਰ ਸਪੱਸ਼ਟ ਹੋ ਜਾਵੇਗੀ। ਇਸ ਸਬੰਧੀ ਜਦੋਂ ਸਬੰਧਤ ਵਿਭਾਗ ਦੇ ਅਧਿਕਾਰੀਆਂ ਨਾਲ ਗੱਲਬਾਤ ਕੀਤੀ ਗਈ ਤਾਂ ਉਨ੍ਹਾਂ ਕਿਹਾ ਕਿ ਮਾਮਲੇ ਦੀ ਜਾਂਚ ਕੀਤੀ ਜਾ ਰਹੀ ਹੈ। ਜਾਣਕਾਰੀ ਅਨੁਸਾਰ ਇਸ ਮਾਮਲੇ ਸਬੰਧੀ ਉੱਚ ਅਧਿਕਾਰੀਆਂ ਨੂੰ ਵੀ ਜਾਣੂ ਕਰਵਾ ਦਿੱਤਾ ਗਿਆ ਹੈ ਅਤੇ ਅਗਲੇਰੀ ਕਾਰਵਾਈ ਜਾਰੀ ਹੈ। ਮਾਹਿਰਾਂ ਦਾ ਮੰਨਣਾ ਹੈ ਕਿ ਆਉਣ ਵਾਲੇ ਦਿਨਾਂ ਵਿੱਚ ਸਥਿਤੀ ਹੋਰ ਸਪੱਸ਼ਟ ਹੋ ਜਾਵੇਗੀ। ਇਸ ਸਬੰਧੀ ਜਦੋਂ ਸਬੰਧਤ ਵਿਭਾਗ ਦੇ ਅਧਿਕਾਰੀਆਂ ਨਾਲ ਗੱਲਬਾਤ ਕੀਤੀ ਗਈ ਤਾਂ ਉਨ੍ਹਾਂ ਕਿਹਾ ਕਿ ਮਾਮਲੇ ਦੀ ਜਾਂਚ ਕੀਤੀ ਜਾ ਰਹੀ ਹੈ। xyxy=(17,1308,388,2377)
classified-entry: ☛ ਅਸੀਂ, ਪਿਆਰਾ ਸਿੰਘ ਪੁੱਤਰ ਠਾਕੁਰ ਸਿੰਘ ਅਤੇ ਪਤਨੀ ਜਸਵੀਰ ਕੌਰ ਵਾਸੀ ਪਿੰਡ ਈਸੇਵਾਲ ਬਿਆਨ ਕਰਦੇ ਹਾਂ ਕਿ ਸਾਡਾ ਵੱਡਾ ਲੜਕਾ ਵਿਦੇਸ਼ ਜਾ ਕੇ ਸਾਡੇ ਨਾਲ ਸੰਪਰਕ ਨਹੀਂ ਰੱਖ ਰਿਹਾ ਅਤੇ ਕਹਿਣੇ ਤੋਂ ਬਾਹਰ ਹੈ। ਅਸੀਂ ਉਸ ਨੂੰ ਆਪਣੀ ਜਾਇਦਾਦ ਤੋਂ ਬੇਦਖਲ ਕਰਦੇ ਹਾਂ। xyxy=(1172,1186,1327,1252)
classified-entry: ☛ ਮੈਂ, ਸਤਪਾਲ ਸ਼ਰਮਾ ਪੁੱਤਰ ਓਮ ਪ੍ਰਕਾਸ਼ ਸ਼ਰਮਾ ਵਾਸੀ ਮਕਾਨ ਨੰ: 2372/2, ਗੁਰੂ ਨਾਨਕ ਨਗਰ, ਪਟਿਆਲਾ ਬਿਆਨ ਕਰਦਾ ਹਾਂ ਕਿ ਮੇਰੀ ਗੱਡੀ ਦੀ ਆਰ.ਸੀ. ਕਿਤੇ ਗੁੰਮ ਹੋ ਗਈ ਹੈ। ਜਿਸ ਕਿਸੇ ਨੂੰ ਮਿਲੇ, ਨੇੜੇ ਦੇ ਥਾਣੇ ਵਿੱਚ ਜਮ੍ਹਾਂ ਕਰਵਾਏ ਜਾਂ ਸੂਚਿਤ ਕਰੇ। ਧੰਨਵਾਦੀ ਹੋਵਾਂਗਾ। xyxy=(1335,1078,1506,1133)
body-fill: ਇਸ ਮੌਕੇ ਹੋਰਨਾਂ ਤੋਂ ਇਲਾਵਾ ਜਥੇਦਾਰ ਗੁਰਮੇਲ ਸਿੰਘ, ਹਰਦੀਪ ਸਿੰਘ, ਬਲਵਿੰਦਰ ਸਿੰਘ, ਸੁਖਵਿੰਦਰ ਸਿੰਘ, ਜਸਪਾਲ ਸਿੰਘ, ਕੁਲਵੰਤ ਸਿੰਘ, ਮਨਪ੍ਰੀਤ ਸਿੰਘ, ਗੁਰਪ੍ਰੀਤ ਸਿੰਘ ਅਤੇ ਵੱਡੀ ਗਿਣਤੀ ਵਿੱਚ ਇਲਾਕਾ ਨਿਵਾਸੀ ਹਾਜ਼ਰ ਸਨ। ਆਗੂਆਂ ਨੇ ਭਰੋਸਾ ਦਿੱਤਾ ਕਿ ਲੋਕਾਂ ਦੀਆਂ ਮੁਸ਼ਕਿਲਾਂ ਦੇ ਹੱਲ ਲਈ ਹਰ ਸੰਭਵ ਯਤਨ ਕੀਤੇ ਜਾਣਗੇ। xyxy=(594,1005,779,1081)
article-body xyxy=(589,1573,769,2039)
jhatka-headline: ਅਕਾਲੀ ਦਲ ਨੂੰ ਝਟਕਾ, ਵਿਸ਼ਾਲ ਕੁਮਾਰ ਸੈਂਕੜੇ ਸਾਥੀਆਂ ਸਮੇਤ ਲੋਕ ਇਨਸਾਫ਼ ਪਾਰਟੀ 'ਚ ਸ਼ਾਮਿਲ xyxy=(791,377,1152,421)
body-lead: ਇਸ ਮੌਕੇ ਭਾਈ ਅੰਮ੍ਰਿਤਪਾਲ ਸਿੰਘ ਛੰਦੜਾਂ ਨੇ ਕਿਹਾ ਕਿ ਪਾਰਟੀ ਨੂੰ ਪਿੰਡ ਪੱਧਰ ਤੱਕ ਮਜ਼ਬੂਤ ਕੀਤਾ ਜਾਵੇਗਾ ਅਤੇ ਨੌਜਵਾਨਾਂ ਨੂੰ ਵੱਧ ਤੋਂ ਵੱਧ ਜ਼ਿੰਮੇਵਾਰੀਆਂ ਸੌਂਪੀਆਂ ਜਾਣਗੀਆਂ। xyxy=(399,373,584,405)
continued-article-jhadoo xyxy=(17,1874,196,2267)
body-fill: ਇਸ ਮੌਕੇ ਵੱਡੀ ਗਿਣਤੀ ਵਿੱਚ ਆਗੂ ਅਤੇ ਵਰਕਰ ਹਾਜ਼ਰ ਸਨ। ਬੁਲਾਰਿਆਂ ਨੇ ਕਿਹਾ ਕਿ ਪਾਰਟੀ ਨੂੰ ਹੇਠਲੇ ਪੱਧਰ ਤੱਕ ਮਜ਼ਬੂਤ ਕਰਨ ਲਈ ਹਰ ਵਰਕਰ ਨੂੰ ਅੱਗੇ ਆਉਣਾ ਪਵੇਗਾ। ਉਨ੍ਹਾਂ ਕਿਹਾ ਕਿ ਆਉਣ ਵਾਲੀਆਂ ਚੋਣਾਂ ਵਿੱਚ ਲੋਕ ਮੌਜੂਦਾ ਸਰਕਾਰ ਦੀਆਂ ਲੋਕ ਵਿਰੋਧੀ ਨੀਤੀਆਂ ਦਾ ਮੂੰਹ ਤੋੜ ਜਵਾਬ ਦੇਣਗੇ। ਹਲਕੇ ਦੇ ਲੋਕਾਂ ਨਾਲ ਕੀਤੇ ਵਾਅਦੇ ਪੂਰੇ ਨਾ ਹੋਣ ਕਾਰਨ ਭਾਰੀ ਰੋਸ ਪਾਇਆ ਜਾ ਰਿਹਾ ਹੈ। ਇਸ ਮੌਕੇ ਵੱਡੀ ਗਿਣਤੀ ਵਿੱਚ ਆਗੂ ਅਤੇ ਵਰਕਰ ਹਾਜ਼ਰ ਸਨ। ਬੁਲਾਰਿਆਂ ਨੇ ਕਿਹਾ ਕਿ ਪਾਰਟੀ ਨੂੰ ਹੇਠਲੇ ਪੱਧਰ ਤੱਕ ਮਜ਼ਬੂਤ ਕਰਨ ਲਈ ਹਰ ਵਰਕਰ ਨੂੰ ਅੱਗੇ ਆਉਣਾ ਪਵੇਗਾ। ਉਨ੍ਹਾਂ ਕਿਹਾ ਕਿ ਆਉਣ ਵਾਲੀਆਂ ਚੋਣਾਂ ਵਿੱਚ ਲੋਕ ਮੌਜੂਦਾ ਸਰਕਾਰ ਦੀਆਂ ਲੋਕ ਵਿਰੋਧੀ ਨੀਤੀਆਂ ਦਾ ਮੂੰਹ ਤੋੜ ਜਵਾਬ ਦੇਣਗੇ। ਹਲਕੇ ਦੇ ਲੋਕਾਂ ਨਾਲ ਕੀਤੇ ਵਾਅਦੇ ਪੂਰੇ ਨਾ ਹੋਣ ਕਾਰਨ ਭਾਰੀ ਰੋਸ ਪਾਇਆ ਜਾ ਰਿਹਾ ਹੈ। xyxy=(214,779,397,921)
body-fill: ਜਾਣਕਾਰੀ ਅਨੁਸਾਰ ਇਸ ਮਾਮਲੇ ਸਬੰਧੀ ਉੱਚ ਅਧਿਕਾਰੀਆਂ ਨੂੰ ਵੀ ਜਾਣੂ ਕਰਵਾ ਦਿੱਤਾ ਗਿਆ ਹੈ ਅਤੇ ਅਗਲੇਰੀ ਕਾਰਵਾਈ ਜਾਰੀ ਹੈ। ਮਾਹਿਰਾਂ ਦਾ ਮੰਨਣਾ ਹੈ ਕਿ ਆਉਣ ਵਾਲੇ ਦਿਨਾਂ ਵਿੱਚ ਸਥਿਤੀ ਹੋਰ ਸਪੱਸ਼ਟ ਹੋ ਜਾਵੇਗੀ। ਇਸ ਸਬੰਧੀ ਜਦੋਂ ਸਬੰਧਤ ਵਿਭਾਗ ਦੇ ਅਧਿਕਾਰੀਆਂ ਨਾਲ ਗੱਲਬਾਤ ਕੀਤੀ ਗਈ ਤਾਂ ਉਨ੍ਹਾਂ ਕਿਹਾ ਕਿ ਮਾਮਲੇ ਦੀ ਜਾਂਚ ਕੀਤੀ ਜਾ ਰਹੀ ਹੈ। ਜਾਣਕਾਰੀ ਅਨੁਸਾਰ ਇਸ ਮਾਮਲੇ ਸਬੰਧੀ ਉੱਚ ਅਧਿਕਾਰੀਆਂ ਨੂੰ ਵੀ ਜਾਣੂ ਕਰਵਾ ਦਿੱਤਾ ਗਿਆ ਹੈ ਅਤੇ ਅਗਲੇਰੀ ਕਾਰਵਾਈ ਜਾਰੀ ਹੈ। ਮਾਹਿਰਾਂ ਦਾ ਮੰਨਣਾ ਹੈ ਕਿ ਆਉਣ ਵਾਲੇ ਦਿਨਾਂ ਵਿੱਚ ਸਥਿਤੀ ਹੋਰ ਸਪੱਸ਼ਟ ਹੋ ਜਾਵੇਗੀ। ਇਸ ਸਬੰਧੀ ਜਦੋਂ ਸਬੰਧਤ ਵਿਭਾਗ ਦੇ ਅਧਿਕਾਰੀਆਂ ਨਾਲ ਗੱਲਬਾਤ ਕੀਤੀ ਗਈ ਤਾਂ ਉਨ੍ਹਾਂ ਕਿਹਾ ਕਿ ਮਾਮਲੇ ਦੀ ਜਾਂਚ ਕੀਤੀ ਜਾ ਰਹੀ ਹੈ। xyxy=(399,1038,585,1170)
pointer-icon: ☛ xyxy=(1335,945,1343,955)
masthead xyxy=(0,0,1512,36)
left-article2-headline: ਏਟਕ, ਸੀਟੂ ਅਤੇ ਸੀਨੀਅਰ ਪੰਜਾਬ ਵੱਲੋਂ ਸਰਕਾਰੀ ਕੰਮ ਨੂੰ ਘੱਟ ਵਧਾਉਣ ਦਾ ਨੋਟੀਫਿਕੇਸ਼ਨ ਵਾਪਸ ਲੈਣ ਸਬੰਧੀ ਡਿਪਟੀ ਕਮਿਸ਼ਨਰ ਨੂੰ ਮੰਗ ਪੱਤਰ xyxy=(6,302,203,349)
page-number: 9 xyxy=(1458,3,1506,32)
article-body xyxy=(17,1358,196,1868)
pointer-icon: ☛ xyxy=(1172,446,1180,456)
body-fill: ਇਸ ਮੌਕੇ ਹੋਰਨਾਂ ਤੋਂ ਇਲਾਵਾ ਜਥੇਦਾਰ ਗੁਰਮੇਲ ਸਿੰਘ, ਹਰਦੀਪ ਸਿੰਘ, ਬਲਵਿੰਦਰ ਸਿੰਘ, ਸੁਖਵਿੰਦਰ ਸਿੰਘ, ਜਸਪਾਲ ਸਿੰਘ, ਕੁਲਵੰਤ ਸਿੰਘ, ਮਨਪ੍ਰੀਤ ਸਿੰਘ, ਗੁਰਪ੍ਰੀਤ ਸਿੰਘ ਅਤੇ ਵੱਡੀ ਗਿਣਤੀ ਵਿੱਚ ਇਲਾਕਾ ਨਿਵਾਸੀ ਹਾਜ਼ਰ ਸਨ। ਆਗੂਆਂ ਨੇ ਭਰੋਸਾ ਦਿੱਤਾ ਕਿ ਲੋਕਾਂ ਦੀਆਂ ਮੁਸ਼ਕਿਲਾਂ ਦੇ ਹੱਲ ਲਈ ਹਰ ਸੰਭਵ ਯਤਨ ਕੀਤੇ ਜਾਣਗੇ। xyxy=(6,508,203,573)
body-fill: ਇਸ ਮੌਕੇ ਵੱਡੀ ਗਿਣਤੀ ਵਿੱਚ ਆਗੂ ਅਤੇ ਵਰਕਰ ਹਾਜ਼ਰ ਸਨ। ਬੁਲਾਰਿਆਂ ਨੇ ਕਿਹਾ ਕਿ ਪਾਰਟੀ ਨੂੰ ਹੇਠਲੇ ਪੱਧਰ ਤੱਕ ਮਜ਼ਬੂਤ ਕਰਨ ਲਈ ਹਰ ਵਰਕਰ ਨੂੰ ਅੱਗੇ ਆਉਣਾ ਪਵੇਗਾ। ਉਨ੍ਹਾਂ ਕਿਹਾ ਕਿ ਆਉਣ ਵਾਲੀਆਂ ਚੋਣਾਂ ਵਿੱਚ ਲੋਕ ਮੌਜੂਦਾ ਸਰਕਾਰ ਦੀਆਂ ਲੋਕ ਵਿਰੋਧੀ ਨੀਤੀਆਂ ਦਾ ਮੂੰਹ ਤੋੜ ਜਵਾਬ ਦੇਣਗੇ। ਹਲਕੇ ਦੇ ਲੋਕਾਂ ਨਾਲ ਕੀਤੇ ਵਾਅਦੇ ਪੂਰੇ ਨਾ ਹੋਣ ਕਾਰਨ ਭਾਰੀ ਰੋਸ ਪਾਇਆ ਜਾ ਰਿਹਾ ਹੈ। ਇਸ ਮੌਕੇ ਵੱਡੀ ਗਿਣਤੀ ਵਿੱਚ ਆਗੂ ਅਤੇ ਵਰਕਰ ਹਾਜ਼ਰ ਸਨ। ਬੁਲਾਰਿਆਂ ਨੇ ਕਿਹਾ ਕਿ ਪਾਰਟੀ ਨੂੰ ਹੇਠਲੇ ਪੱਧਰ ਤੱਕ ਮਜ਼ਬੂਤ ਕਰਨ ਲਈ ਹਰ ਵਰਕਰ ਨੂੰ ਅੱਗੇ ਆਉਣਾ ਪਵੇਗਾ। ਉਨ੍ਹਾਂ ਕਿਹਾ ਕਿ ਆਉਣ ਵਾਲੀਆਂ ਚੋਣਾਂ ਵਿੱਚ ਲੋਕ ਮੌਜੂਦਾ ਸਰਕਾਰ ਦੀਆਂ ਲੋਕ ਵਿਰੋਧੀ ਨੀਤੀਆਂ ਦਾ ਮੂੰਹ ਤੋੜ ਜਵਾਬ ਦੇਣਗੇ। ਹਲਕੇ ਦੇ ਲੋਕਾਂ ਨਾਲ ਕੀਤੇ ਵਾਅਦੇ ਪੂਰੇ ਨਾ ਹੋਣ ਕਾਰਨ ਭਾਰੀ ਰੋਸ ਪਾਇਆ ਜਾ ਰਿਹਾ ਹੈ। ਇਸ ਮੌਕੇ ਵੱਡੀ ਗਿਣਤੀ ਵਿੱਚ ਆਗੂ ਅਤੇ ਵਰਕਰ ਹਾਜ਼ਰ ਸਨ। ਬੁਲਾਰਿਆਂ ਨੇ ਕਿਹਾ ਕਿ ਪਾਰਟੀ ਨੂੰ ਹੇਠਲੇ ਪੱਧਰ ਤੱਕ ਮਜ਼ਬੂਤ ਕਰਨ ਲਈ ਹਰ ਵਰਕਰ ਨੂੰ ਅੱਗੇ ਆਉਣਾ ਪਵੇਗਾ। ਉਨ੍ਹਾਂ ਕਿਹਾ ਕਿ ਆਉਣ ਵਾਲੀਆਂ ਚੋਣਾਂ ਵਿੱਚ ਲੋਕ ਮੌਜੂਦਾ ਸਰਕਾਰ ਦੀਆਂ ਲੋਕ ਵਿਰੋਧੀ ਨੀਤੀਆਂ ਦਾ ਮੂੰਹ ਤੋੜ ਜਵਾਬ ਦੇਣਗੇ। ਹਲਕੇ ਦੇ ਲੋਕਾਂ ਨਾਲ ਕੀਤੇ ਵਾਅਦੇ ਪੂਰੇ ਨਾ ਹੋਣ ਕਾਰਨ ਭਾਰੀ ਰੋਸ ਪਾਇਆ ਜਾ ਰਿਹਾ ਹੈ। xyxy=(207,1651,388,1872)
body-fill: ਇਸ ਮੌਕੇ ਵੱਡੀ ਗਿਣਤੀ ਵਿੱਚ ਆਗੂ ਅਤੇ ਵਰਕਰ ਹਾਜ਼ਰ ਸਨ। ਬੁਲਾਰਿਆਂ ਨੇ ਕਿਹਾ ਕਿ ਪਾਰਟੀ ਨੂੰ ਹੇਠਲੇ ਪੱਧਰ ਤੱਕ ਮਜ਼ਬੂਤ ਕਰਨ ਲਈ ਹਰ ਵਰਕਰ ਨੂੰ ਅੱਗੇ ਆਉਣਾ ਪਵੇਗਾ। ਉਨ੍ਹਾਂ ਕਿਹਾ ਕਿ ਆਉਣ ਵਾਲੀਆਂ ਚੋਣਾਂ ਵਿੱਚ ਲੋਕ ਮੌਜੂਦਾ ਸਰਕਾਰ ਦੀਆਂ ਲੋਕ ਵਿਰੋਧੀ ਨੀਤੀਆਂ ਦਾ ਮੂੰਹ ਤੋੜ ਜਵਾਬ ਦੇਣਗੇ। ਹਲਕੇ ਦੇ ਲੋਕਾਂ ਨਾਲ ਕੀਤੇ ਵਾਅਦੇ ਪੂਰੇ ਨਾ ਹੋਣ ਕਾਰਨ ਭਾਰੀ ਰੋਸ ਪਾਇਆ ਜਾ ਰਿਹਾ ਹੈ। ਇਸ ਮੌਕੇ ਵੱਡੀ ਗਿਣਤੀ ਵਿੱਚ ਆਗੂ ਅਤੇ ਵਰਕਰ ਹਾਜ਼ਰ ਸਨ। ਬੁਲਾਰਿਆਂ ਨੇ ਕਿਹਾ ਕਿ ਪਾਰਟੀ ਨੂੰ ਹੇਠਲੇ ਪੱਧਰ ਤੱਕ ਮਜ਼ਬੂਤ ਕਰਨ ਲਈ ਹਰ ਵਰਕਰ ਨੂੰ ਅੱਗੇ ਆਉਣਾ ਪਵੇਗਾ। ਉਨ੍ਹਾਂ ਕਿਹਾ ਕਿ ਆਉਣ ਵਾਲੀਆਂ ਚੋਣਾਂ ਵਿੱਚ ਲੋਕ ਮੌਜੂਦਾ ਸਰਕਾਰ ਦੀਆਂ ਲੋਕ ਵਿਰੋਧੀ ਨੀਤੀਆਂ ਦਾ ਮੂੰਹ ਤੋੜ ਜਵਾਬ ਦੇਣਗੇ। ਹਲਕੇ ਦੇ ਲੋਕਾਂ ਨਾਲ ਕੀਤੇ ਵਾਅਦੇ ਪੂਰੇ ਨਾ ਹੋਣ ਕਾਰਨ ਭਾਰੀ ਰੋਸ ਪਾਇਆ ਜਾ ਰਿਹਾ ਹੈ। ਇਸ ਮੌਕੇ ਵੱਡੀ ਗਿਣਤੀ ਵਿੱਚ ਆਗੂ ਅਤੇ ਵਰਕਰ ਹਾਜ਼ਰ ਸਨ। ਬੁਲਾਰਿਆਂ ਨੇ ਕਿਹਾ ਕਿ ਪਾਰਟੀ ਨੂੰ ਹੇਠਲੇ ਪੱਧਰ ਤੱਕ ਮਜ਼ਬੂਤ ਕਰਨ ਲਈ ਹਰ ਵਰਕਰ ਨੂੰ ਅੱਗੇ ਆਉਣਾ ਪਵੇਗਾ। ਉਨ੍ਹਾਂ ਕਿਹਾ ਕਿ ਆਉਣ ਵਾਲੀਆਂ ਚੋਣਾਂ ਵਿੱਚ ਲੋਕ ਮੌਜੂਦਾ ਸਰਕਾਰ ਦੀਆਂ ਲੋਕ ਵਿਰੋਧੀ ਨੀਤੀਆਂ ਦਾ ਮੂੰਹ ਤੋੜ ਜਵਾਬ ਦੇਣਗੇ। ਹਲਕੇ ਦੇ ਲੋਕਾਂ ਨਾਲ ਕੀਤੇ ਵਾਅਦੇ ਪੂਰੇ ਨਾ ਹੋਣ ਕਾਰਨ ਭਾਰੀ ਰੋਸ ਪਾਇਆ ਜਾ ਰਿਹਾ ਹੈ। xyxy=(207,2128,388,2349)
pointer-icon: ☛ xyxy=(1172,652,1180,662)
photo-lok-insaaf-joining xyxy=(786,451,1161,640)
photo-caption: ਡਿਪਟੀ ਕਮਿਸ਼ਨਰ ਨੂੰ ਮੰਗ ਪੱਤਰ ਸੌਂਪਦੇ ਹੋਏ ਜਥੇਬੰਦੀਆਂ ਦੇ ਨੁਮਾਇੰਦੇ। xyxy=(6,891,197,900)
body-fill: ਇਸ ਮੌਕੇ ਵੱਡੀ ਗਿਣਤੀ ਵਿੱਚ ਆਗੂ ਅਤੇ ਵਰਕਰ ਹਾਜ਼ਰ ਸਨ। ਬੁਲਾਰਿਆਂ ਨੇ ਕਿਹਾ ਕਿ ਪਾਰਟੀ ਨੂੰ ਹੇਠਲੇ ਪੱਧਰ ਤੱਕ ਮਜ਼ਬੂਤ ਕਰਨ ਲਈ ਹਰ ਵਰਕਰ ਨੂੰ ਅੱਗੇ ਆਉਣਾ ਪਵੇਗਾ। ਉਨ੍ਹਾਂ ਕਿਹਾ ਕਿ ਆਉਣ ਵਾਲੀਆਂ ਚੋਣਾਂ ਵਿੱਚ ਲੋਕ ਮੌਜੂਦਾ ਸਰਕਾਰ ਦੀਆਂ ਲੋਕ ਵਿਰੋਧੀ ਨੀਤੀਆਂ ਦਾ ਮੂੰਹ ਤੋੜ ਜਵਾਬ ਦੇਣਗੇ। ਹਲਕੇ ਦੇ ਲੋਕਾਂ ਨਾਲ ਕੀਤੇ ਵਾਅਦੇ ਪੂਰੇ ਨਾ ਹੋਣ ਕਾਰਨ ਭਾਰੀ ਰੋਸ ਪਾਇਆ ਜਾ ਰਿਹਾ ਹੈ। ਇਸ ਮੌਕੇ ਵੱਡੀ ਗਿਣਤੀ ਵਿੱਚ ਆਗੂ ਅਤੇ ਵਰਕਰ ਹਾਜ਼ਰ ਸਨ। ਬੁਲਾਰਿਆਂ ਨੇ ਕਿਹਾ ਕਿ ਪਾਰਟੀ ਨੂੰ ਹੇਠਲੇ ਪੱਧਰ ਤੱਕ ਮਜ਼ਬੂਤ ਕਰਨ ਲਈ ਹਰ ਵਰਕਰ ਨੂੰ ਅੱਗੇ ਆਉਣਾ ਪਵੇਗਾ। ਉਨ੍ਹਾਂ ਕਿਹਾ ਕਿ ਆਉਣ ਵਾਲੀਆਂ ਚੋਣਾਂ ਵਿੱਚ ਲੋਕ ਮੌਜੂਦਾ ਸਰਕਾਰ ਦੀਆਂ ਲੋਕ ਵਿਰੋਧੀ ਨੀਤੀਆਂ ਦਾ ਮੂੰਹ ਤੋੜ ਜਵਾਬ ਦੇਣਗੇ। ਹਲਕੇ ਦੇ ਲੋਕਾਂ ਨਾਲ ਕੀਤੇ ਵਾਅਦੇ ਪੂਰੇ ਨਾ ਹੋਣ ਕਾਰਨ ਭਾਰੀ ਰੋਸ ਪਾਇਆ ਜਾ ਰਿਹਾ ਹੈ। ਇਸ ਮੌਕੇ ਵੱਡੀ ਗਿਣਤੀ ਵਿੱਚ ਆਗੂ ਅਤੇ ਵਰਕਰ ਹਾਜ਼ਰ ਸਨ। ਬੁਲਾਰਿਆਂ ਨੇ ਕਿਹਾ ਕਿ ਪਾਰਟੀ ਨੂੰ ਹੇਠਲੇ ਪੱਧਰ ਤੱਕ ਮਜ਼ਬੂਤ ਕਰਨ ਲਈ ਹਰ ਵਰਕਰ ਨੂੰ ਅੱਗੇ ਆਉਣਾ ਪਵੇਗਾ। ਉਨ੍ਹਾਂ ਕਿਹਾ ਕਿ ਆਉਣ ਵਾਲੀਆਂ ਚੋਣਾਂ ਵਿੱਚ ਲੋਕ ਮੌਜੂਦਾ ਸਰਕਾਰ ਦੀਆਂ ਲੋਕ ਵਿਰੋਧੀ ਨੀਤੀਆਂ ਦਾ ਮੂੰਹ ਤੋੜ ਜਵਾਬ ਦੇਣਗੇ। ਹਲਕੇ ਦੇ ਲੋਕਾਂ ਨਾਲ ਕੀਤੇ ਵਾਅਦੇ ਪੂਰੇ ਨਾ ਹੋਣ ਕਾਰਨ ਭਾਰੀ ਰੋਸ ਪਾਇਆ ਜਾ ਰਿਹਾ ਹੈ। xyxy=(782,698,967,907)
section-header-aam-soochna: ਆਮ ਸੂਚਨਾ xyxy=(1335,541,1506,563)
classified-entry: ☛ ਮੈਂ, ਰਾਜ ਕੁਮਾਰ ਪੁੱਤਰ ਸ੍ਰੀ ਰਾਮ ਪਾਲ ਵਾਸੀ ਹੈਬੋਵਾਲ ਕਲਾਂ, ਲੁਧਿਆਣਾ ਦਾ ਜਨਮ ਸਰਟੀਫਿਕੇਟ ਮਿਤੀ 01-12-1995 ਅਤੇ ਦਸਵੀਂ ਦਾ ਸਰਟੀਫਿਕੇਟ ਮਿਤੀ 10-10-2013 ਕਿਤੇ ਗੁੰਮ ਹੋ ਗਏ ਹਨ। ਮਿਲਣ ਵਾਲਾ ਕਿਰਪਾ ਕਰਕੇ +91-75270-07649 ਉੱਤੇ ਸੰਪਰਕ ਕਰੇ। xyxy=(1335,945,1506,999)
body-lead: ਪੁਲਿਸ ਨੇ ਮਾਮਲਾ ਦਰਜ ਕਰ ਕੇ ਜਾਂਚ ਸ਼ੁਰੂ ਕਰ ਦਿੱਤੀ ਹੈ। ਪਿੰਡ ਵਾਸੀਆਂ ਨੇ ਦੋਸ਼ੀਆਂ ਖਿਲਾਫ ਸਖ਼ਤ ਕਾਰਵਾਈ ਦੀ ਮੰਗ ਕੀਤੀ ਹੈ। ਮੌਕੇ ਉੱਤੇ ਪਹੁੰਚੇ ਅਧਿਕਾਰੀਆਂ ਨੇ ਲੋਕਾਂ ਨੂੰ ਇਨਸਾਫ਼ ਦਾ ਭਰੋਸਾ ਦਿੱਤਾ। xyxy=(398,1430,578,1473)
classified-entry: ☛ ਮੈਂ, ਹਰਜਿੰਦਰ ਸਿੰਘ ਪੁੱਤਰ ਗੁਰਨਾਮ ਸਿੰਘ ਵਾਸੀ ਮਕਾਨ ਨੰਬਰ 2/96, ਗਲੀ ਨੰ: 4, ਨਿਊ ਸ਼ਿਮਲਾਪੁਰੀ, ਲੁਧਿਆਣਾ ਬਿਆਨ ਕਰਦਾ ਹਾਂ ਕਿ ਮੇਰਾ ਲੜਕਾ ਅਤੇ ਉਸ ਦੀ ਪਤਨੀ ਮੇਰੇ ਕਹਿਣੇ ਤੋਂ ਬਾਹਰ ਹਨ। ਮੈਂ ਇਨ੍ਹਾਂ ਨੂੰ ਆਪਣੀ ਚੱਲ ਅਚੱਲ ਜਾਇਦਾਦ ਤੋਂ ਬੇਦਖਲ ਕਰਦਾ ਹਾਂ। ਜੋ ਕੋਈ ਵੀ ਇਨ੍ਹਾਂ ਨਾਲ ਲੈਣ ਦੇਣ ਕਰੇਗਾ, ਉਹ ਖੁਦ ਜ਼ਿੰਮੇਵਾਰ ਹੋਵੇਗਾ। xyxy=(1172,41,1327,117)
body-fill: ਉਨ੍ਹਾਂ ਕਿਹਾ ਕਿ ਨਸ਼ਿਆਂ ਦੇ ਵੱਧ ਰਹੇ ਰੁਝਾਨ ਨੇ ਪੰਜਾਬ ਦੀ ਜਵਾਨੀ ਨੂੰ ਖੋਖਲਾ ਕਰ ਕੇ ਰੱਖ ਦਿੱਤਾ ਹੈ ਅਤੇ ਸਰਕਾਰਾਂ ਇਸ ਪਾਸੇ ਕੋਈ ਠੋਸ ਕਦਮ ਨਹੀਂ ਚੁੱਕ ਰਹੀਆਂ। ਪਿੰਡਾਂ ਅਤੇ ਸ਼ਹਿਰਾਂ ਵਿੱਚ ਸ਼ਰੇਆਮ ਵਿਕ ਰਹੇ ਨਸ਼ੇ ਨੌਜਵਾਨ ਪੀੜ੍ਹੀ ਨੂੰ ਤਬਾਹ ਕਰ ਰਹੇ ਹਨ। ਸਮਾਜ ਸੇਵੀ ਸੰਸਥਾਵਾਂ ਨੂੰ ਅੱਗੇ ਆ ਕੇ ਇਸ ਕੋਹੜ ਵਿਰੁੱਧ ਲਾਮਬੰਦ ਹੋਣਾ ਚਾਹੀਦਾ ਹੈ। xyxy=(6,630,203,695)
classified-entry: ☛ ਮੈਂ, ਮਹਿੰਦਰ ਕੌਰ ਵਿਧਵਾ ਸਵਰਗੀ ਕਰਤਾਰ ਸਿੰਘ ਵਾਸੀ ਪਿੰਡ ਬਿਹਾਲ ਸਿੰਘ ਵਾਲਾ, ਤਹਿਸੀਲ ਜਗਰਾਉਂ ਬਿਆਨ ਕਰਦੀ ਹਾਂ ਕਿ ਮੇਰਾ ਲੜਕਾ ਵਾਸੀ 75, ਜੁਗਿਆਣਾ ਮੇਰੇ ਕਹਿਣੇ ਤੋਂ ਬਾਹਰ ਹੈ। ਮੈਂ ਉਸ ਨੂੰ ਆਪਣੀ ਹਰ ਕਿਸਮ ਦੀ ਜਾਇਦਾਦ ਤੋਂ ਬੇਦਖਲ ਕਰਦੀ ਹਾਂ। ਉਸ ਨਾਲ ਲੈਣ ਦੇਣ ਕਰਨ ਵਾਲਾ ਖੁਦ ਜ਼ਿੰਮੇਵਾਰ ਹੋਵੇਗਾ। xyxy=(1172,124,1327,200)
continued-article-title: ਕੀ ਹਰਿਆਣਾ ਗੁਰਦੁਆਰਾ... xyxy=(622,2045,737,2058)
pointer-icon: ☛ xyxy=(1335,1140,1343,1150)
body-lead: ਲੁਧਿਆਣਾ, 17 ਅਕਤੂਬਰ (ਤਜਿੰਦਰ ਸਿੰਘ ਭੁੱਲਰ) : ਸ਼੍ਰੋਮਣੀ ਅਕਾਲੀ ਦਲ (ਅੰਮ੍ਰਿਤਸਰ) ਦੀ ਜ਼ਿਲ੍ਹਾ ਲੁਧਿਆਣਾ ਦਿਹਾਤੀ ਦੀ ਮੀਟਿੰਗ ਗੁਰਦੁਆਰਾ ਸੋਮਸਰ ਸਾਹਿਬ ਵਿਖੇ ਭਾਈ ਅੰਮ੍ਰਿਤਪਾਲ ਸਿੰਘ ਛੰਦੜਾਂ ਦੀ ਅਗਵਾਈ ਵਿੱਚ ਹੋਈ, ਜਿਸ ਵਿੱਚ ਵੱਖ ਵੱਖ ਹਲਕਿਆਂ ਤੋਂ ਆਏ ਆਗੂਆਂ ਨੇ ਸ਼ਮੂਲੀਅਤ ਕੀਤੀ। ਇਸ ਮੌਕੇ ਜਗਦੇਵ ਸਿੰਘ ਪਾਗਲੀਆ ਨੂੰ ਯੂਥ ਵਿੰਗ ਲੁਧਿਆਣਾ ਦਾ ਪ੍ਰਧਾਨ ਨਿਯੁਕਤ ਕੀਤਾ ਗਿਆ। xyxy=(214,140,392,216)
left-article-body xyxy=(6,106,203,294)
jail-body xyxy=(399,1004,779,1293)
article-body xyxy=(399,1430,578,1795)
classified-entry-english: I, Nanhe Lal S/o Sh. Raghuvir R/o H.No 59, Gram- Sukham Kherda, Gauri Dayampur, Behameter Sandila Hardoi, Uttar Pradesh Now R/o Plot No. 8, Dairy Complex-a, Haibowal Kalan, Ludhiana declare that my real and actual name is Nanhe Lal but on my Aadhar card my name and my father name mentioned as Nanhe and Raghubar. Nanhe Lal and Nanhe is one and the same person and my father Raghuvir and Raghuwar is one and the same person. xyxy=(1335,690,1506,828)
body-fill: ਇਸ ਮੌਕੇ ਵੱਡੀ ਗਿਣਤੀ ਵਿੱਚ ਆਗੂ ਅਤੇ ਵਰਕਰ ਹਾਜ਼ਰ ਸਨ। ਬੁਲਾਰਿਆਂ ਨੇ ਕਿਹਾ ਕਿ ਪਾਰਟੀ ਨੂੰ ਹੇਠਲੇ ਪੱਧਰ ਤੱਕ ਮਜ਼ਬੂਤ ਕਰਨ ਲਈ ਹਰ ਵਰਕਰ ਨੂੰ ਅੱਗੇ ਆਉਣਾ ਪਵੇਗਾ। ਉਨ੍ਹਾਂ ਕਿਹਾ ਕਿ ਆਉਣ ਵਾਲੀਆਂ ਚੋਣਾਂ ਵਿੱਚ ਲੋਕ ਮੌਜੂਦਾ ਸਰਕਾਰ ਦੀਆਂ ਲੋਕ ਵਿਰੋਧੀ ਨੀਤੀਆਂ ਦਾ ਮੂੰਹ ਤੋੜ ਜਵਾਬ ਦੇਣਗੇ। ਹਲਕੇ ਦੇ ਲੋਕਾਂ ਨਾਲ ਕੀਤੇ ਵਾਅਦੇ ਪੂਰੇ ਨਾ ਹੋਣ ਕਾਰਨ ਭਾਰੀ ਰੋਸ ਪਾਇਆ ਜਾ ਰਿਹਾ ਹੈ। ਇਸ ਮੌਕੇ ਵੱਡੀ ਗਿਣਤੀ ਵਿੱਚ ਆਗੂ ਅਤੇ ਵਰਕਰ ਹਾਜ਼ਰ ਸਨ। ਬੁਲਾਰਿਆਂ ਨੇ ਕਿਹਾ ਕਿ ਪਾਰਟੀ ਨੂੰ ਹੇਠਲੇ ਪੱਧਰ ਤੱਕ ਮਜ਼ਬੂਤ ਕਰਨ ਲਈ ਹਰ ਵਰਕਰ ਨੂੰ ਅੱਗੇ ਆਉਣਾ ਪਵੇਗਾ। ਉਨ੍ਹਾਂ ਕਿਹਾ ਕਿ ਆਉਣ ਵਾਲੀਆਂ ਚੋਣਾਂ ਵਿੱਚ ਲੋਕ ਮੌਜੂਦਾ ਸਰਕਾਰ ਦੀਆਂ ਲੋਕ ਵਿਰੋਧੀ ਨੀਤੀਆਂ ਦਾ ਮੂੰਹ ਤੋੜ ਜਵਾਬ ਦੇਣਗੇ। ਹਲਕੇ ਦੇ ਲੋਕਾਂ ਨਾਲ ਕੀਤੇ ਵਾਅਦੇ ਪੂਰੇ ਨਾ ਹੋਣ ਕਾਰਨ ਭਾਰੀ ਰੋਸ ਪਾਇਆ ਜਾ ਰਿਹਾ ਹੈ। xyxy=(214,206,392,360)
body-fill: ਜਾਣਕਾਰੀ ਅਨੁਸਾਰ ਇਸ ਮਾਮਲੇ ਸਬੰਧੀ ਉੱਚ ਅਧਿਕਾਰੀਆਂ ਨੂੰ ਵੀ ਜਾਣੂ ਕਰਵਾ ਦਿੱਤਾ ਗਿਆ ਹੈ ਅਤੇ ਅਗਲੇਰੀ ਕਾਰਵਾਈ ਜਾਰੀ ਹੈ। ਮਾਹਿਰਾਂ ਦਾ ਮੰਨਣਾ ਹੈ ਕਿ ਆਉਣ ਵਾਲੇ ਦਿਨਾਂ ਵਿੱਚ ਸਥਿਤੀ ਹੋਰ ਸਪੱਸ਼ਟ ਹੋ ਜਾਵੇਗੀ। ਇਸ ਸਬੰਧੀ ਜਦੋਂ ਸਬੰਧਤ ਵਿਭਾਗ ਦੇ ਅਧਿਕਾਰੀਆਂ ਨਾਲ ਗੱਲਬਾਤ ਕੀਤੀ ਗਈ ਤਾਂ ਉਨ੍ਹਾਂ ਕਿਹਾ ਕਿ ਮਾਮਲੇ ਦੀ ਜਾਂਚ ਕੀਤੀ ਜਾ ਰਹੀ ਹੈ। xyxy=(6,563,203,640)
classified-entry: ☛ ਮੈਂ, ਬਲਵਿੰਦਰ ਸਿੰਘ ਪੁੱਤਰ ਨੰਬਰਦਾਰ ਸਿੰਘ ਵਾਸੀ ਜਗਰਾਉਂ ਦਾ ਬੈਂਕ ਚੈੱਕ ਨੰਬਰ 0.26979 ਵਾਲੀ ਚੈੱਕ ਬੁੱਕ ਗੁੰਮ ਹੋ ਗਈ ਹੈ। ਕਿਸੇ ਨੂੰ ਮਿਲੇ ਤਾਂ ਬੈਂਕ ਦੀ ਨੇੜਲੀ ਸ਼ਾਖਾ ਵਿੱਚ ਜਮ੍ਹਾਂ ਕਰਵਾਏ। ਇਸ ਦੀ ਦੁਰਵਰਤੋਂ ਕਰਨ ਵਾਲੇ ਖਿਲਾਫ ਕਾਨੂੰਨੀ ਕਾਰਵਾਈ ਕੀਤੀ ਜਾਵੇਗੀ। xyxy=(1335,1140,1506,1194)
newspaper-logo: ਪਹਿਰੇਦਾਰ xyxy=(9,9,98,33)
body-lead: ਹੁਣ ਤੱਕ ਇਸ ਜੰਗ ਵਿੱਚ ਹਜ਼ਾਰਾਂ ਲੋਕਾਂ ਦੀ ਜਾਨ ਜਾ ਚੁੱਕੀ ਹੈ ਅਤੇ ਵੱਡੀ ਗਿਣਤੀ ਵਿੱਚ ਲੋਕ ਜ਼ਖ਼ਮੀ ਹਨ। ਗਾਜ਼ਾ ਪੱਟੀ ਵਿੱਚ ਹਸਪਤਾਲਾਂ ਅੰਦਰ ਦਵਾਈਆਂ ਅਤੇ ਰਾਹਤ ਸਮੱਗਰੀ ਦੀ ਭਾਰੀ ਘਾਟ ਮਹਿਸੂਸ ਕੀਤੀ ਜਾ ਰਹੀ ਹੈ। ਸੰਯੁਕਤ ਰਾਸ਼ਟਰ ਨੇ ਦੋਵਾਂ ਧਿਰਾਂ ਨੂੰ ਸੰਜਮ ਵਰਤਣ ਦੀ ਅਪੀਲ ਕੀਤੀ ਹੈ। xyxy=(17,1358,197,1413)
pointer-icon: ☛ xyxy=(1172,724,1180,735)
pointer-icon: ☛ xyxy=(1172,797,1180,807)
continued-article-manish-sisodia xyxy=(589,1557,769,2039)
main-article-body-col1 xyxy=(214,139,392,544)
body-fill: ਇਸ ਮੌਕੇ ਹੋਰਨਾਂ ਤੋਂ ਇਲਾਵਾ ਜਥੇਦਾਰ ਗੁਰਮੇਲ ਸਿੰਘ, ਹਰਦੀਪ ਸਿੰਘ, ਬਲਵਿੰਦਰ ਸਿੰਘ, ਸੁਖਵਿੰਦਰ ਸਿੰਘ, ਜਸਪਾਲ ਸਿੰਘ, ਕੁਲਵੰਤ ਸਿੰਘ, ਮਨਪ੍ਰੀਤ ਸਿੰਘ, ਗੁਰਪ੍ਰੀਤ ਸਿੰਘ ਅਤੇ ਵੱਡੀ ਗਿਣਤੀ ਵਿੱਚ ਇਲਾਕਾ ਨਿਵਾਸੀ ਹਾਜ਼ਰ ਸਨ। ਆਗੂਆਂ ਨੇ ਭਰੋਸਾ ਦਿੱਤਾ ਕਿ ਲੋਕਾਂ ਦੀਆਂ ਮੁਸ਼ਕਿਲਾਂ ਦੇ ਹੱਲ ਲਈ ਹਰ ਸੰਭਵ ਯਤਨ ਕੀਤੇ ਜਾਣਗੇ। ਇਸ ਮੌਕੇ ਹੋਰਨਾਂ ਤੋਂ ਇਲਾਵਾ ਜਥੇਦਾਰ ਗੁਰਮੇਲ ਸਿੰਘ, ਹਰਦੀਪ ਸਿੰਘ, ਬਲਵਿੰਦਰ ਸਿੰਘ, ਸੁਖਵਿੰਦਰ ਸਿੰਘ, ਜਸਪਾਲ ਸਿੰਘ, ਕੁਲਵੰਤ ਸਿੰਘ, ਮਨਪ੍ਰੀਤ ਸਿੰਘ, ਗੁਰਪ੍ਰੀਤ ਸਿੰਘ ਅਤੇ ਵੱਡੀ ਗਿਣਤੀ ਵਿੱਚ ਇਲਾਕਾ ਨਿਵਾਸੀ ਹਾਜ਼ਰ ਸਨ। ਆਗੂਆਂ ਨੇ ਭਰੋਸਾ ਦਿੱਤਾ ਕਿ ਲੋਕਾਂ ਦੀਆਂ ਮੁਸ਼ਕਿਲਾਂ ਦੇ ਹੱਲ ਲਈ ਹਰ ਸੰਭਵ ਯਤਨ ਕੀਤੇ ਜਾਣਗੇ। xyxy=(398,2039,578,2160)
aam-soochna-list xyxy=(1335,567,1506,684)
photo-caption: ਮੀਟਿੰਗ ਦੌਰਾਨ ਸੰਬੋਧਨ ਕਰਦੇ ਹੋਏ ਭਾਈ ਅੰਮ੍ਰਿਤਪਾਲ ਸਿੰਘ ਛੰਦੜਾਂ ਅਤੇ ਹੋਰ ਆਗੂ। xyxy=(399,348,631,357)
classified-entry: ☛ ਮੈਂ, ਪ੍ਰਭਜੋਤ ਕੌਰ ਪਤਨੀ ਜਸਵੰਤ ਸਿੰਘ ਵਾਸੀ ਮਕਾਨ ਨੰ: 35, ਅਮਲੋਹ ਰੋਡ, ਜ਼ਿਲ੍ਹਾ ਬਰਨਾਲਾ ਆਮ ਲੋਕਾਂ ਨੂੰ ਸੂਚਿਤ ਕਰਦੀ ਹਾਂ ਕਿ ਮੇਰੇ ਨਾਮ ਸਬੰਧੀ ਰਿਕਾਰਡ ਵਿੱਚ ਦਰੁਸਤੀ ਕਰਵਾ ਲਈ ਗਈ ਹੈ। ਹੁਣ ਮੈਨੂੰ ਪ੍ਰਭਜੋਤ ਕੌਰ ਦੇ ਨਾਮ ਨਾਲ ਹੀ ਜਾਣਿਆ ਜਾਵੇ। xyxy=(1335,567,1506,622)
classified-entry: ☛ ਅਸੀਂ, ਸਾਧੂ ਰਾਮ ਪੁੱਤਰ ਮੰਗਤ ਰਾਮ ਅਤੇ ਪਤਨੀ ਸ਼ੀਲਾ ਦੇਵੀ ਵਾਸੀ 453/2 ਈਸਟ ਮੋਹਨ ਨਗਰ, ਲੁਧਿਆਣਾ ਬਿਆਨ ਕਰਦੇ ਹਾਂ ਕਿ ਸਾਡੀ ਲੜਕੀ ਆਪਣੀ ਮਰਜ਼ੀ ਨਾਲ ਘਰੋਂ ਚਲੀ ਗਈ ਹੈ ਅਤੇ ਸਾਡੇ ਕਹਿਣੇ ਤੋਂ ਬਾਹਰ ਹੈ। ਅਸੀਂ ਉਸ ਨੂੰ ਆਪਣੀ ਹਰ ਕਿਸਮ ਦੀ ਚੱਲ ਅਚੱਲ ਜਾਇਦਾਦ ਤੋਂ ਬੇਦਖਲ ਕਰਦੇ ਹਾਂ। xyxy=(1172,363,1327,439)
body-fill: ਇਸ ਮੌਕੇ ਵੱਡੀ ਗਿਣਤੀ ਵਿੱਚ ਆਗੂ ਅਤੇ ਵਰਕਰ ਹਾਜ਼ਰ ਸਨ। ਬੁਲਾਰਿਆਂ ਨੇ ਕਿਹਾ ਕਿ ਪਾਰਟੀ ਨੂੰ ਹੇਠਲੇ ਪੱਧਰ ਤੱਕ ਮਜ਼ਬੂਤ ਕਰਨ ਲਈ ਹਰ ਵਰਕਰ ਨੂੰ ਅੱਗੇ ਆਉਣਾ ਪਵੇਗਾ। ਉਨ੍ਹਾਂ ਕਿਹਾ ਕਿ ਆਉਣ ਵਾਲੀਆਂ ਚੋਣਾਂ ਵਿੱਚ ਲੋਕ ਮੌਜੂਦਾ ਸਰਕਾਰ ਦੀਆਂ ਲੋਕ ਵਿਰੋਧੀ ਨੀਤੀਆਂ ਦਾ ਮੂੰਹ ਤੋੜ ਜਵਾਬ ਦੇਣਗੇ। ਹਲਕੇ ਦੇ ਲੋਕਾਂ ਨਾਲ ਕੀਤੇ ਵਾਅਦੇ ਪੂਰੇ ਨਾ ਹੋਣ ਕਾਰਨ ਭਾਰੀ ਰੋਸ ਪਾਇਆ ਜਾ ਰਿਹਾ ਹੈ। ਇਸ ਮੌਕੇ ਵੱਡੀ ਗਿਣਤੀ ਵਿੱਚ ਆਗੂ ਅਤੇ ਵਰਕਰ ਹਾਜ਼ਰ ਸਨ। ਬੁਲਾਰਿਆਂ ਨੇ ਕਿਹਾ ਕਿ ਪਾਰਟੀ ਨੂੰ ਹੇਠਲੇ ਪੱਧਰ ਤੱਕ ਮਜ਼ਬੂਤ ਕਰਨ ਲਈ ਹਰ ਵਰਕਰ ਨੂੰ ਅੱਗੇ ਆਉਣਾ ਪਵੇਗਾ। ਉਨ੍ਹਾਂ ਕਿਹਾ ਕਿ ਆਉਣ ਵਾਲੀਆਂ ਚੋਣਾਂ ਵਿੱਚ ਲੋਕ ਮੌਜੂਦਾ ਸਰਕਾਰ ਦੀਆਂ ਲੋਕ ਵਿਰੋਧੀ ਨੀਤੀਆਂ ਦਾ ਮੂੰਹ ਤੋੜ ਜਵਾਬ ਦੇਣਗੇ। ਹਲਕੇ ਦੇ ਲੋਕਾਂ ਨਾਲ ਕੀਤੇ ਵਾਅਦੇ ਪੂਰੇ ਨਾ ਹੋਣ ਕਾਰਨ ਭਾਰੀ ਰੋਸ ਪਾਇਆ ਜਾ ਰਿਹਾ ਹੈ। ਇਸ ਮੌਕੇ ਵੱਡੀ ਗਿਣਤੀ ਵਿੱਚ ਆਗੂ ਅਤੇ ਵਰਕਰ ਹਾਜ਼ਰ ਸਨ। ਬੁਲਾਰਿਆਂ ਨੇ ਕਿਹਾ ਕਿ ਪਾਰਟੀ ਨੂੰ ਹੇਠਲੇ ਪੱਧਰ ਤੱਕ ਮਜ਼ਬੂਤ ਕਰਨ ਲਈ ਹਰ ਵਰਕਰ ਨੂੰ ਅੱਗੇ ਆਉਣਾ ਪਵੇਗਾ। ਉਨ੍ਹਾਂ ਕਿਹਾ ਕਿ ਆਉਣ ਵਾਲੀਆਂ ਚੋਣਾਂ ਵਿੱਚ ਲੋਕ ਮੌਜੂਦਾ ਸਰਕਾਰ ਦੀਆਂ ਲੋਕ ਵਿਰੋਧੀ ਨੀਤੀਆਂ ਦਾ ਮੂੰਹ ਤੋੜ ਜਵਾਬ ਦੇਣਗੇ। ਹਲਕੇ ਦੇ ਲੋਕਾਂ ਨਾਲ ਕੀਤੇ ਵਾਅਦੇ ਪੂਰੇ ਨਾ ਹੋਣ ਕਾਰਨ ਭਾਰੀ ਰੋਸ ਪਾਇਆ ਜਾ ਰਿਹਾ ਹੈ। xyxy=(17,1923,197,2145)
body-lead: ਪੰਥਕ ਜਥੇਬੰਦੀਆਂ ਨੇ ਭਾਈ ਜਗਤਾਰ ਸਿੰਘ ਤਾਰਾ ਦੀ ਰਿਹਾਈ ਦੀ ਮੰਗ ਮੁੜ ਦੁਹਰਾਈ ਹੈ। ਆਗੂਆਂ ਨੇ ਕਿਹਾ ਕਿ ਸਜ਼ਾਵਾਂ ਪੂਰੀਆਂ ਕਰ ਚੁੱਕੇ ਬੰਦੀ ਸਿੰਘਾਂ ਦੀ ਰਿਹਾਈ ਲਈ ਸੰਘਰਸ਼ ਜਾਰੀ ਰਹੇਗਾ। xyxy=(398,1818,578,1861)
pointer-icon: ☛ xyxy=(1172,869,1180,879)
pointer-icon: ☛ xyxy=(1172,941,1180,951)
body-fill: ਇਸ ਮੌਕੇ ਹੋਰਨਾਂ ਤੋਂ ਇਲਾਵਾ ਜਥੇਦਾਰ ਗੁਰਮੇਲ ਸਿੰਘ, ਹਰਦੀਪ ਸਿੰਘ, ਬਲਵਿੰਦਰ ਸਿੰਘ, ਸੁਖਵਿੰਦਰ ਸਿੰਘ, ਜਸਪਾਲ ਸਿੰਘ, ਕੁਲਵੰਤ ਸਿੰਘ, ਮਨਪ੍ਰੀਤ ਸਿੰਘ, ਗੁਰਪ੍ਰੀਤ ਸਿੰਘ ਅਤੇ ਵੱਡੀ ਗਿਣਤੀ ਵਿੱਚ ਇਲਾਕਾ ਨਿਵਾਸੀ ਹਾਜ਼ਰ ਸਨ। ਆਗੂਆਂ ਨੇ ਭਰੋਸਾ ਦਿੱਤਾ ਕਿ ਲੋਕਾਂ ਦੀਆਂ ਮੁਸ਼ਕਿਲਾਂ ਦੇ ਹੱਲ ਲਈ ਹਰ ਸੰਭਵ ਯਤਨ ਕੀਤੇ ਜਾਣਗੇ। xyxy=(214,350,392,426)
classified-entry: ☛ ਮੈਂ, ਸ਼ਕੁੰਤਲਾ ਦੇਵੀ ਪਤਨੀ ਸਵਰਗੀ ਬਨਾਰਸੀ ਦਾਸ ਵਾਸੀ ਚੰਡੀਗੜ੍ਹ ਰੋਡ, ਲੁਧਿਆਣਾ ਆਪਣੇ ਲੜਕੇ ਨੂੰ, ਜੋ ਮੇਰੀ ਦੇਖਭਾਲ ਨਹੀਂ ਕਰਦਾ, ਆਪਣੀ ਚੱਲ ਅਚੱਲ ਜਾਇਦਾਦ ਤੋਂ ਬੇਦਖਲ ਕਰਦੀ ਹਾਂ। ਲੈਣ ਦੇਣ ਕਰਨ ਵਾਲਾ ਖੁਦ ਜ਼ਿੰਮੇਵਾਰ ਹੋਵੇਗਾ। xyxy=(1335,352,1506,406)
boli-soochna-list xyxy=(1335,1546,1506,1601)
body-fill: ਇਸ ਮੌਕੇ ਵੱਡੀ ਗਿਣਤੀ ਵਿੱਚ ਆਗੂ ਅਤੇ ਵਰਕਰ ਹਾਜ਼ਰ ਸਨ। ਬੁਲਾਰਿਆਂ ਨੇ ਕਿਹਾ ਕਿ ਪਾਰਟੀ ਨੂੰ ਹੇਠਲੇ ਪੱਧਰ ਤੱਕ ਮਜ਼ਬੂਤ ਕਰਨ ਲਈ ਹਰ ਵਰਕਰ ਨੂੰ ਅੱਗੇ ਆਉਣਾ ਪਵੇਗਾ। ਉਨ੍ਹਾਂ ਕਿਹਾ ਕਿ ਆਉਣ ਵਾਲੀਆਂ ਚੋਣਾਂ ਵਿੱਚ ਲੋਕ ਮੌਜੂਦਾ ਸਰਕਾਰ ਦੀਆਂ ਲੋਕ ਵਿਰੋਧੀ ਨੀਤੀਆਂ ਦਾ ਮੂੰਹ ਤੋੜ ਜਵਾਬ ਦੇਣਗੇ। ਹਲਕੇ ਦੇ ਲੋਕਾਂ ਨਾਲ ਕੀਤੇ ਵਾਅਦੇ ਪੂਰੇ ਨਾ ਹੋਣ ਕਾਰਨ ਭਾਰੀ ਰੋਸ ਪਾਇਆ ਜਾ ਰਿਹਾ ਹੈ। ਇਸ ਮੌਕੇ ਵੱਡੀ ਗਿਣਤੀ ਵਿੱਚ ਆਗੂ ਅਤੇ ਵਰਕਰ ਹਾਜ਼ਰ ਸਨ। ਬੁਲਾਰਿਆਂ ਨੇ ਕਿਹਾ ਕਿ ਪਾਰਟੀ ਨੂੰ ਹੇਠਲੇ ਪੱਧਰ ਤੱਕ ਮਜ਼ਬੂਤ ਕਰਨ ਲਈ ਹਰ ਵਰਕਰ ਨੂੰ ਅੱਗੇ ਆਉਣਾ ਪਵੇਗਾ। ਉਨ੍ਹਾਂ ਕਿਹਾ ਕਿ ਆਉਣ ਵਾਲੀਆਂ ਚੋਣਾਂ ਵਿੱਚ ਲੋਕ ਮੌਜੂਦਾ ਸਰਕਾਰ ਦੀਆਂ ਲੋਕ ਵਿਰੋਧੀ ਨੀਤੀਆਂ ਦਾ ਮੂੰਹ ਤੋੜ ਜਵਾਬ ਦੇਣਗੇ। ਹਲਕੇ ਦੇ ਲੋਕਾਂ ਨਾਲ ਕੀਤੇ ਵਾਅਦੇ ਪੂਰੇ ਨਾ ਹੋਣ ਕਾਰਨ ਭਾਰੀ ਰੋਸ ਪਾਇਆ ਜਾ ਰਿਹਾ ਹੈ। ਇਸ ਮੌਕੇ ਵੱਡੀ ਗਿਣਤੀ ਵਿੱਚ ਆਗੂ ਅਤੇ ਵਰਕਰ ਹਾਜ਼ਰ ਸਨ। ਬੁਲਾਰਿਆਂ ਨੇ ਕਿਹਾ ਕਿ ਪਾਰਟੀ ਨੂੰ ਹੇਠਲੇ ਪੱਧਰ ਤੱਕ ਮਜ਼ਬੂਤ ਕਰਨ ਲਈ ਹਰ ਵਰਕਰ ਨੂੰ ਅੱਗੇ ਆਉਣਾ ਪਵੇਗਾ। ਉਨ੍ਹਾਂ ਕਿਹਾ ਕਿ ਆਉਣ ਵਾਲੀਆਂ ਚੋਣਾਂ ਵਿੱਚ ਲੋਕ ਮੌਜੂਦਾ ਸਰਕਾਰ ਦੀਆਂ ਲੋਕ ਵਿਰੋਧੀ ਨੀਤੀਆਂ ਦਾ ਮੂੰਹ ਤੋੜ ਜਵਾਬ ਦੇਣਗੇ। ਹਲਕੇ ਦੇ ਲੋਕਾਂ ਨਾਲ ਕੀਤੇ ਵਾਅਦੇ ਪੂਰੇ ਨਾ ਹੋਣ ਕਾਰਨ ਭਾਰੀ ਰੋਸ ਪਾਇਆ ਜਾ ਰਿਹਾ ਹੈ। xyxy=(589,1818,770,2038)
pointer-icon: ☛ xyxy=(1172,363,1180,373)
photo-meeting-group-1 xyxy=(399,139,778,344)
continued-article-title: ਚਿੱਠੀਓ ਚਿੱਠੀ... ਹੁਣ... xyxy=(251,1602,344,1615)
pointer-icon: ☛ xyxy=(1335,1201,1343,1211)
classified-entry: ☛ ਮੈਂ, ਪਰਮਜੀਤ ਕੌਰ ਪਤਨੀ ਹਰਦੇਵ ਸਿੰਘ ਵਾਸੀ ਪਿੰਡ ਕਿਲ੍ਹਾ ਰਾਏਪੁਰ ਬਿਆਨ ਕਰਦੀ ਹਾਂ ਕਿ ਮੇਰੇ ਪਲਾਟ ਦੀ ਅਸਲ ਰਜਿਸਟਰੀ ਮਿਤੀ 13.05.2009 ਕਿਤੇ ਗੁੰਮ ਹੋ ਗਈ ਹੈ। ਜਿਸ ਕਿਸੇ ਨੂੰ ਮਿਲੇ, ਉਹ ਧੰਨਵਾਦ ਸਹਿਤ ਵਾਪਸ ਕਰੇ। ਦੁਰਵਰਤੋਂ ਦੀ ਜ਼ਿੰਮੇਵਾਰੀ ਮੇਰੀ ਨਹੀਂ ਹੋਵੇਗੀ। xyxy=(1335,1457,1506,1511)
article-body xyxy=(17,1890,196,2267)
body-lead: ਚਿੱਠੀ ਵਿੱਚ ਲਿਖਿਆ ਗਿਆ ਹੈ ਕਿ ਸਾਲ 2022-23 ਦੌਰਾਨ ਹੋਏ ਖਰਚਿਆਂ ਦਾ ਪੂਰਾ ਹਿਸਾਬ ਕਿਤਾਬ ਜਨਤਕ ਕੀਤਾ ਜਾਵੇ। ਦੂਜੀ ਧਿਰ ਨੇ ਵੀ ਜਵਾਬੀ ਚਿੱਠੀ ਲਿਖ ਕੇ ਸਵਾਲਾਂ ਦੇ ਜਵਾਬ ਮੰਗੇ ਹਨ, ਜਿਸ ਕਾਰਨ ਸਿਆਸੀ ਮਾਹੌਲ ਭਖਿਆ ਹੋਇਆ ਹੈ। xyxy=(207,1618,388,1661)
pointer-icon: ☛ xyxy=(1172,124,1180,134)
continued-from-page1-box xyxy=(6,1299,1161,2387)
classified-entry: ☛ ਮੇਰਾ, ਅਸ਼ੋਕ ਕੁਮਾਰ ਪੁੱਤਰ ਸਵਰਗੀ ਕ੍ਰਿਸ਼ਨ ਲਾਲ ਵਾਸੀ ਸ਼ਿਵਾਜੀ ਨਗਰ, ਲੁਧਿਆਣਾ ਦਾ ਅਸਲਾ ਲਾਇਸੰਸ ਨਵਿਆਉਣ ਸਮੇਂ ਜਮ੍ਹਾਂ ਕਰਵਾਈ ਫਾਈਲ ਵਿੱਚੋਂ ਕੁਝ ਦਸਤਾਵੇਜ਼ ਗੁੰਮ ਪਾਏ ਗਏ ਹਨ। ਇਨ੍ਹਾਂ ਦੀ ਦੁਰਵਰਤੋਂ ਦੀ ਜ਼ਿੰਮੇਵਾਰੀ ਮੇਰੀ ਨਹੀਂ ਹੋਵੇਗੀ। xyxy=(1335,1273,1506,1327)
main-article-body-cols xyxy=(399,372,778,544)
photo-caption: ਲੋਕ ਇਨਸਾਫ਼ ਪਾਰਟੀ ਵਿੱਚ ਸ਼ਾਮਲ ਹੋਣ ਮੌਕੇ ਵਿਸ਼ਾਲ ਕੁਮਾਰ ਆਪਣੇ ਸਾਥੀਆਂ ਸਮੇਤ। xyxy=(786,643,1018,652)
article-body xyxy=(207,1618,387,2073)
body-fill: ਜਾਣਕਾਰੀ ਅਨੁਸਾਰ ਇਸ ਮਾਮਲੇ ਸਬੰਧੀ ਉੱਚ ਅਧਿਕਾਰੀਆਂ ਨੂੰ ਵੀ ਜਾਣੂ ਕਰਵਾ ਦਿੱਤਾ ਗਿਆ ਹੈ ਅਤੇ ਅਗਲੇਰੀ ਕਾਰਵਾਈ ਜਾਰੀ ਹੈ। ਮਾਹਿਰਾਂ ਦਾ ਮੰਨਣਾ ਹੈ ਕਿ ਆਉਣ ਵਾਲੇ ਦਿਨਾਂ ਵਿੱਚ ਸਥਿਤੀ ਹੋਰ ਸਪੱਸ਼ਟ ਹੋ ਜਾਵੇਗੀ। ਇਸ ਸਬੰਧੀ ਜਦੋਂ ਸਬੰਧਤ ਵਿਭਾਗ ਦੇ ਅਧਿਕਾਰੀਆਂ ਨਾਲ ਗੱਲਬਾਤ ਕੀਤੀ ਗਈ ਤਾਂ ਉਨ੍ਹਾਂ ਕਿਹਾ ਕਿ ਮਾਮਲੇ ਦੀ ਜਾਂਚ ਕੀਤੀ ਜਾ ਰਹੀ ਹੈ। ਜਾਣਕਾਰੀ ਅਨੁਸਾਰ ਇਸ ਮਾਮਲੇ ਸਬੰਧੀ ਉੱਚ ਅਧਿਕਾਰੀਆਂ ਨੂੰ ਵੀ ਜਾਣੂ ਕਰਵਾ ਦਿੱਤਾ ਗਿਆ ਹੈ ਅਤੇ ਅਗਲੇਰੀ ਕਾਰਵਾਈ ਜਾਰੀ ਹੈ। ਮਾਹਿਰਾਂ ਦਾ ਮੰਨਣਾ ਹੈ ਕਿ ਆਉਣ ਵਾਲੇ ਦਿਨਾਂ ਵਿੱਚ ਸਥਿਤੀ ਹੋਰ ਸਪੱਸ਼ਟ ਹੋ ਜਾਵੇਗੀ। ਇਸ ਸਬੰਧੀ ਜਦੋਂ ਸਬੰਧਤ ਵਿਭਾਗ ਦੇ ਅਧਿਕਾਰੀਆਂ ਨਾਲ ਗੱਲਬਾਤ ਕੀਤੀ ਗਈ ਤਾਂ ਉਨ੍ਹਾਂ ਕਿਹਾ ਕਿ ਮਾਮਲੇ ਦੀ ਜਾਂਚ ਕੀਤੀ ਜਾ ਰਹੀ ਹੈ। ਜਾਣਕਾਰੀ ਅਨੁਸਾਰ ਇਸ ਮਾਮਲੇ ਸਬੰਧੀ ਉੱਚ ਅਧਿਕਾਰੀਆਂ ਨੂੰ ਵੀ ਜਾਣੂ ਕਰਵਾ ਦਿੱਤਾ ਗਿਆ ਹੈ ਅਤੇ ਅਗਲੇਰੀ ਕਾਰਵਾਈ ਜਾਰੀ ਹੈ। ਮਾਹਿਰਾਂ ਦਾ ਮੰਨਣਾ ਹੈ ਕਿ ਆਉਣ ਵਾਲੇ ਦਿਨਾਂ ਵਿੱਚ ਸਥਿਤੀ ਹੋਰ ਸਪੱਸ਼ਟ ਹੋ ਜਾਵੇਗੀ। ਇਸ ਸਬੰਧੀ ਜਦੋਂ ਸਬੰਧਤ ਵਿਭਾਗ ਦੇ ਅਧਿਕਾਰੀਆਂ ਨਾਲ ਗੱਲਬਾਤ ਕੀਤੀ ਗਈ ਤਾਂ ਉਨ੍ਹਾਂ ਕਿਹਾ ਕਿ ਮਾਮਲੇ ਦੀ ਜਾਂਚ ਕੀਤੀ ਜਾ ਰਹੀ ਹੈ। ਜਾਣਕਾਰੀ ਅਨੁਸਾਰ ਇਸ ਮਾਮਲੇ ਸਬੰਧੀ ਉੱਚ ਅਧਿਕਾਰੀਆਂ ਨੂੰ ਵੀ ਜਾਣੂ ਕਰਵਾ ਦਿੱਤਾ ਗਿਆ ਹੈ ਅਤੇ ਅਗਲੇਰੀ ਕਾਰਵਾਈ ਜਾਰੀ ਹੈ। ਮਾਹਿਰਾਂ ਦਾ ਮੰਨਣਾ ਹੈ ਕਿ ਆਉਣ ਵਾਲੇ ਦਿਨਾਂ ਵਿੱਚ ਸਥਿਤੀ ਹੋਰ ਸਪੱਸ਼ਟ ਹੋ ਜਾਵੇਗੀ। ਇਸ ਸਬੰਧੀ ਜਦੋਂ ਸਬੰਧਤ ਵਿਭਾਗ ਦੇ ਅਧਿਕਾਰੀਆਂ ਨਾਲ ਗੱਲਬਾਤ ਕੀਤੀ ਗਈ ਤਾਂ ਉਨ੍ਹਾਂ ਕਿਹਾ ਕਿ ਮਾਮਲੇ ਦੀ ਜਾਂਚ ਕੀਤੀ ਜਾ ਰਹੀ ਹੈ। xyxy=(17,1403,197,1679)
continued-article-chitthio xyxy=(207,1602,387,2073)
left-article-kicker: ਸਰਕਾਰੀ ਤੰਤਰ ਅੱਖਾਂ ਬੰਦ ਨਾ ਕਰੇ xyxy=(46,91,163,102)
pointer-icon: ☛ xyxy=(1172,519,1180,529)
classifieds-column-a xyxy=(1172,41,1327,2387)
pointer-icon: ☛ xyxy=(1335,861,1343,872)
pointer-icon: ☛ xyxy=(1335,490,1343,500)
article-body xyxy=(399,1818,578,2161)
pointer-icon: ☛ xyxy=(1335,179,1343,189)
section-header-gummshudgi: ਗੁੰਮਸ਼ੁਦਗੀ xyxy=(1335,835,1506,857)
photo-memorandum-group xyxy=(6,702,202,890)
footer-publisher-line: Editor, Printer and Publisher Jaspal Singh Heran on behalf of Pehredar Social Welfare Society Red. 230/2008-2009 Printed at: Amar Ujala Publication Ltd. Plot No. 22 Phase-2 industrial Area Panchkula (Haryana) 134109 & Published From Pehredar 1731, Near Railway Phatak Tehsil road Jagraon (Ludhiana.) 142026 xyxy=(203,2398,1309,2407)
photo-caption: ਮੀਟਿੰਗ ਵਿੱਚ ਸ਼ਾਮਲ ਵੱਖ ਵੱਖ ਹਲਕਿਆਂ ਤੋਂ ਪਹੁੰਚੇ ਆਗੂ ਅਤੇ ਵਰਕਰ। xyxy=(782,348,973,357)
body-fill: ਇਸ ਮੌਕੇ ਵੱਡੀ ਗਿਣਤੀ ਵਿੱਚ ਆਗੂ ਅਤੇ ਵਰਕਰ ਹਾਜ਼ਰ ਸਨ। ਬੁਲਾਰਿਆਂ ਨੇ ਕਿਹਾ ਕਿ ਪਾਰਟੀ ਨੂੰ ਹੇਠਲੇ ਪੱਧਰ ਤੱਕ ਮਜ਼ਬੂਤ ਕਰਨ ਲਈ ਹਰ ਵਰਕਰ ਨੂੰ ਅੱਗੇ ਆਉਣਾ ਪਵੇਗਾ। ਉਨ੍ਹਾਂ ਕਿਹਾ ਕਿ ਆਉਣ ਵਾਲੀਆਂ ਚੋਣਾਂ ਵਿੱਚ ਲੋਕ ਮੌਜੂਦਾ ਸਰਕਾਰ ਦੀਆਂ ਲੋਕ ਵਿਰੋਧੀ ਨੀਤੀਆਂ ਦਾ ਮੂੰਹ ਤੋੜ ਜਵਾਬ ਦੇਣਗੇ। ਹਲਕੇ ਦੇ ਲੋਕਾਂ ਨਾਲ ਕੀਤੇ ਵਾਅਦੇ ਪੂਰੇ ਨਾ ਹੋਣ ਕਾਰਨ ਭਾਰੀ ਰੋਸ ਪਾਇਆ ਜਾ ਰਿਹਾ ਹੈ। ਇਸ ਮੌਕੇ ਵੱਡੀ ਗਿਣਤੀ ਵਿੱਚ ਆਗੂ ਅਤੇ ਵਰਕਰ ਹਾਜ਼ਰ ਸਨ। ਬੁਲਾਰਿਆਂ ਨੇ ਕਿਹਾ ਕਿ ਪਾਰਟੀ ਨੂੰ ਹੇਠਲੇ ਪੱਧਰ ਤੱਕ ਮਜ਼ਬੂਤ ਕਰਨ ਲਈ ਹਰ ਵਰਕਰ ਨੂੰ ਅੱਗੇ ਆਉਣਾ ਪਵੇਗਾ। ਉਨ੍ਹਾਂ ਕਿਹਾ ਕਿ ਆਉਣ ਵਾਲੀਆਂ ਚੋਣਾਂ ਵਿੱਚ ਲੋਕ ਮੌਜੂਦਾ ਸਰਕਾਰ ਦੀਆਂ ਲੋਕ ਵਿਰੋਧੀ ਨੀਤੀਆਂ ਦਾ ਮੂੰਹ ਤੋੜ ਜਵਾਬ ਦੇਣਗੇ। ਹਲਕੇ ਦੇ ਲੋਕਾਂ ਨਾਲ ਕੀਤੇ ਵਾਅਦੇ ਪੂਰੇ ਨਾ ਹੋਣ ਕਾਰਨ ਭਾਰੀ ਰੋਸ ਪਾਇਆ ਜਾ ਰਿਹਾ ਹੈ। ਇਸ ਮੌਕੇ ਵੱਡੀ ਗਿਣਤੀ ਵਿੱਚ ਆਗੂ ਅਤੇ ਵਰਕਰ ਹਾਜ਼ਰ ਸਨ। ਬੁਲਾਰਿਆਂ ਨੇ ਕਿਹਾ ਕਿ ਪਾਰਟੀ ਨੂੰ ਹੇਠਲੇ ਪੱਧਰ ਤੱਕ ਮਜ਼ਬੂਤ ਕਰਨ ਲਈ ਹਰ ਵਰਕਰ ਨੂੰ ਅੱਗੇ ਆਉਣਾ ਪਵੇਗਾ। ਉਨ੍ਹਾਂ ਕਿਹਾ ਕਿ ਆਉਣ ਵਾਲੀਆਂ ਚੋਣਾਂ ਵਿੱਚ ਲੋਕ ਮੌਜੂਦਾ ਸਰਕਾਰ ਦੀਆਂ ਲੋਕ ਵਿਰੋਧੀ ਨੀਤੀਆਂ ਦਾ ਮੂੰਹ ਤੋੜ ਜਵਾਬ ਦੇਣਗੇ। ਹਲਕੇ ਦੇ ਲੋਕਾਂ ਨਾਲ ਕੀਤੇ ਵਾਅਦੇ ਪੂਰੇ ਨਾ ਹੋਣ ਕਾਰਨ ਭਾਰੀ ਰੋਸ ਪਾਇਆ ਜਾ ਰਿਹਾ ਹੈ। xyxy=(589,1308,960,2371)
classified-entry: ☛ ਮੈਂ, ਅਵਤਾਰ ਸਿੰਘ ਪੁੱਤਰ ਚੰਨਣ ਸਿੰਘ ਵਾਸੀ ਪਿੰਡ ਮੁੱਲਾਂਪੁਰ ਦਾਖਾ ਆਪਣੇ ਪੁੱਤਰ ਅਤੇ ਨੂੰਹ ਨੂੰ ਕਹਿਣੇ ਤੋਂ ਬਾਹਰ ਹੋਣ ਕਾਰਨ ਆਪਣੀ ਸਾਰੀ ਜਾਇਦਾਦ ਤੋਂ ਬੇਦਖਲ ਕਰਦਾ ਹਾਂ। ਮੇਰੇ ਪਰਿਵਾਰ ਦੀ ਕੋਈ ਜ਼ਿੰਮੇਵਾਰੀ ਨਹੀਂ ਹੋਵੇਗੀ। xyxy=(1335,413,1506,456)
classified-entry: ☛ ਮੈਂ, ਸਵਰਨ ਕੌਰ ਪਤਨੀ ਸਵਰਗੀ ਮਹਿਲ ਸਿੰਘ ਵਾਸੀ ਪਿੰਡ ਦਾਦ ਬਿਆਨ ਕਰਦੀ ਹਾਂ ਕਿ ਮੇਰੀ ਲੜਕੀ ਅਤੇ ਜਵਾਈ ਮੇਰੀ ਜ਼ਮੀਨ ਉੱਤੇ ਨਾਜਾਇਜ਼ ਕਬਜ਼ਾ ਕਰਨ ਦੀ ਕੋਸ਼ਿਸ਼ ਕਰ ਰਹੇ ਹਨ। ਮੈਂ ਇਨ੍ਹਾਂ ਨੂੰ ਆਪਣੀ ਹਰ ਕਿਸਮ ਦੀ ਜਾਇਦਾਦ ਤੋਂ ਬੇਦਖਲ ਕਰਦੀ ਹਾਂ। xyxy=(1172,1125,1327,1179)
body-fill: ਇਸ ਮੌਕੇ ਵੱਡੀ ਗਿਣਤੀ ਵਿੱਚ ਆਗੂ ਅਤੇ ਵਰਕਰ ਹਾਜ਼ਰ ਸਨ। ਬੁਲਾਰਿਆਂ ਨੇ ਕਿਹਾ ਕਿ ਪਾਰਟੀ ਨੂੰ ਹੇਠਲੇ ਪੱਧਰ ਤੱਕ ਮਜ਼ਬੂਤ ਕਰਨ ਲਈ ਹਰ ਵਰਕਰ ਨੂੰ ਅੱਗੇ ਆਉਣਾ ਪਵੇਗਾ। ਉਨ੍ਹਾਂ ਕਿਹਾ ਕਿ ਆਉਣ ਵਾਲੀਆਂ ਚੋਣਾਂ ਵਿੱਚ ਲੋਕ ਮੌਜੂਦਾ ਸਰਕਾਰ ਦੀਆਂ ਲੋਕ ਵਿਰੋਧੀ ਨੀਤੀਆਂ ਦਾ ਮੂੰਹ ਤੋੜ ਜਵਾਬ ਦੇਣਗੇ। ਹਲਕੇ ਦੇ ਲੋਕਾਂ ਨਾਲ ਕੀਤੇ ਵਾਅਦੇ ਪੂਰੇ ਨਾ ਹੋਣ ਕਾਰਨ ਭਾਰੀ ਰੋਸ ਪਾਇਆ ਜਾ ਰਿਹਾ ਹੈ। ਇਸ ਮੌਕੇ ਵੱਡੀ ਗਿਣਤੀ ਵਿੱਚ ਆਗੂ ਅਤੇ ਵਰਕਰ ਹਾਜ਼ਰ ਸਨ। ਬੁਲਾਰਿਆਂ ਨੇ ਕਿਹਾ ਕਿ ਪਾਰਟੀ ਨੂੰ ਹੇਠਲੇ ਪੱਧਰ ਤੱਕ ਮਜ਼ਬੂਤ ਕਰਨ ਲਈ ਹਰ ਵਰਕਰ ਨੂੰ ਅੱਗੇ ਆਉਣਾ ਪਵੇਗਾ। ਉਨ੍ਹਾਂ ਕਿਹਾ ਕਿ ਆਉਣ ਵਾਲੀਆਂ ਚੋਣਾਂ ਵਿੱਚ ਲੋਕ ਮੌਜੂਦਾ ਸਰਕਾਰ ਦੀਆਂ ਲੋਕ ਵਿਰੋਧੀ ਨੀਤੀਆਂ ਦਾ ਮੂੰਹ ਤੋੜ ਜਵਾਬ ਦੇਣਗੇ। ਹਲਕੇ ਦੇ ਲੋਕਾਂ ਨਾਲ ਕੀਤੇ ਵਾਅਦੇ ਪੂਰੇ ਨਾ ਹੋਣ ਕਾਰਨ ਭਾਰੀ ਰੋਸ ਪਾਇਆ ਜਾ ਰਿਹਾ ਹੈ। xyxy=(399,1005,723,1292)
pointer-icon: ☛ xyxy=(1172,1125,1180,1135)
jhatka-body xyxy=(782,664,1161,1293)
jhatka-subhead: ਇਸ ਹਾਲ ਤੋਂ ਬਾਅਦ ਬੈਂਸ ਤੋਂ ਬਿਨਾ ਕਾਂਗਰਸੀ, ਅਕਾਲੀ ਤੇ ਭਾਜਪਾ ਉਮੀਦਵਾਰ ਹੋਏ ਅਲੱਗ : ਵਿਸ਼ਾਲ ਕੁਮਾਰ xyxy=(792,432,1151,443)
classified-entry: ☛ ਮੈਂ, ਜਸਮੇਲ ਸਿੰਘ ਪੁੱਤਰ ਹਰਬੰਸ ਸਿੰਘ ਵਾਸੀ ਪਿੰਡ ਰਾਜੋਆਣਾ ਕਲਾਂ, ਤਹਿਸੀਲ ਰਾਏਕੋਟ ਦਾ ਵਸਨੀਕ ਹਾਂ। ਮੇਰੀ ਲੜਕੀ ਅਤੇ ਜਵਾਈ ਮੇਰੇ ਕਹਿਣੇ ਤੋਂ ਬਾਹਰ ਹਨ ਅਤੇ ਆਪਣੀ ਮਨਮਰਜ਼ੀ ਕਰਦੇ ਹਨ। ਇਸ ਲਈ ਮੈਂ ਇਨ੍ਹਾਂ ਨੂੰ ਆਪਣੀ ਚੱਲ ਅਚੱਲ ਜਾਇਦਾਦ ਤੋਂ ਬੇਦਖਲ ਕਰਦਾ ਹਾਂ। xyxy=(1172,579,1327,645)
classified-entry: ☛ ਮੈਂ, ਸੀਮਾ ਰਾਣੀ ਪਤਨੀ ਵਿਜੇ ਕੁਮਾਰ ਵਾਸੀ ਜਵਾਹਰ ਨਗਰ, ਲੁਧਿਆਣਾ ਬਿਆਨ ਕਰਦੀ ਹਾਂ ਕਿ ਮੇਰੀ ਦਸਵੀਂ ਅਤੇ ਬਾਰ੍ਹਵੀਂ ਦੇ ਅਸਲ ਸਰਟੀਫਿਕੇਟ ਸਫ਼ਰ ਦੌਰਾਨ ਕਿਤੇ ਗੁੰਮ ਹੋ ਗਏ ਹਨ। ਇਸ ਸਬੰਧੀ ਰਪਟ ਦਰਜ ਕਰਵਾ ਦਿੱਤੀ ਗਈ ਹੈ। ਮਿਲਣ ਵਾਲਾ ਨੇੜਲੇ ਥਾਣੇ ਵਿੱਚ ਜਮ੍ਹਾਂ ਕਰਵਾਏ। xyxy=(1335,1396,1506,1450)
pointer-icon: ☛ xyxy=(1172,1003,1180,1013)
body-lead: ਹਰਿਆਣਾ ਗੁਰਦੁਆਰਾ ਪ੍ਰਬੰਧਕ ਕਮੇਟੀ ਦੇ ਮਾਮਲੇ ਵਿੱਚ ਨਵਾਂ ਮੋੜ ਆ ਗਿਆ ਹੈ। ਦੋਵਾਂ ਧਿਰਾਂ ਵੱਲੋਂ ਆਪੋ ਆਪਣੇ ਦਾਅਵੇ ਕੀਤੇ ਜਾ ਰਹੇ ਹਨ ਅਤੇ ਮਾਮਲਾ ਅਦਾਲਤ ਵਿੱਚ ਵਿਚਾਰ ਅਧੀਨ ਹੈ। xyxy=(589,2062,770,2094)
pointer-icon: ☛ xyxy=(1335,128,1343,139)
continued-article-title: ਮਨੀਸ਼ ਸਿਸੋਦੀਆ ਦੀ ਜਾਨ... xyxy=(621,1557,737,1571)
body-lead: ਅਮਲੋਹ, 17 ਅਕਤੂਬਰ (ਚਰਨਜੀਤ ਸਿੰਘ) : ਨਿਹੰਗ ਸਿੰਘਾਂ ਦੀ ਸਿਰਮੌਰ ਜਥੇਬੰਦੀ ਬੁੱਢਾ ਦਲ 96 ਕਰੋੜੀ ਦੇ ਮੁਖੀ ਬਾਬਾ ਬਲਬੀਰ ਸਿੰਘ ਅਕਾਲੀ ਨੇ ਕਿਹਾ ਕਿ ਪੰਜਾਬ ਅੰਦਰ ਨਸ਼ਿਆਂ ਦਾ ਤੰਦੂਆ ਜਾਲ ਦਿਨੋਂ ਦਿਨ ਪੈਰ ਪਸਾਰ ਰਿਹਾ ਹੈ ਅਤੇ ਸਰਕਾਰੀ ਤੰਤਰ ਅੱਖਾਂ ਬੰਦ ਕਰੀ ਬੈਠਾ ਹੈ। xyxy=(69,106,203,183)
section-header-boli-soochna: ਬੋਲੀ ਸੂਚਨਾ xyxy=(1335,1519,1506,1541)
pointer-icon: ☛ xyxy=(1335,352,1343,362)
body-fill: ਜਾਣਕਾਰੀ ਅਨੁਸਾਰ ਇਸ ਮਾਮਲੇ ਸਬੰਧੀ ਉੱਚ ਅਧਿਕਾਰੀਆਂ ਨੂੰ ਵੀ ਜਾਣੂ ਕਰਵਾ ਦਿੱਤਾ ਗਿਆ ਹੈ ਅਤੇ ਅਗਲੇਰੀ ਕਾਰਵਾਈ ਜਾਰੀ ਹੈ। ਮਾਹਿਰਾਂ ਦਾ ਮੰਨਣਾ ਹੈ ਕਿ ਆਉਣ ਵਾਲੇ ਦਿਨਾਂ ਵਿੱਚ ਸਥਿਤੀ ਹੋਰ ਸਪੱਸ਼ਟ ਹੋ ਜਾਵੇਗੀ। ਇਸ ਸਬੰਧੀ ਜਦੋਂ ਸਬੰਧਤ ਵਿਭਾਗ ਦੇ ਅਧਿਕਾਰੀਆਂ ਨਾਲ ਗੱਲਬਾਤ ਕੀਤੀ ਗਈ ਤਾਂ ਉਨ੍ਹਾਂ ਕਿਹਾ ਕਿ ਮਾਮਲੇ ਦੀ ਜਾਂਚ ਕੀਤੀ ਜਾ ਰਹੀ ਹੈ। ਜਾਣਕਾਰੀ ਅਨੁਸਾਰ ਇਸ ਮਾਮਲੇ ਸਬੰਧੀ ਉੱਚ ਅਧਿਕਾਰੀਆਂ ਨੂੰ ਵੀ ਜਾਣੂ ਕਰਵਾ ਦਿੱਤਾ ਗਿਆ ਹੈ ਅਤੇ ਅਗਲੇਰੀ ਕਾਰਵਾਈ ਜਾਰੀ ਹੈ। ਮਾਹਿਰਾਂ ਦਾ ਮੰਨਣਾ ਹੈ ਕਿ ਆਉਣ ਵਾਲੇ ਦਿਨਾਂ ਵਿੱਚ ਸਥਿਤੀ ਹੋਰ ਸਪੱਸ਼ਟ ਹੋ ਜਾਵੇਗੀ। ਇਸ ਸਬੰਧੀ ਜਦੋਂ ਸਬੰਧਤ ਵਿਭਾਗ ਦੇ ਅਧਿਕਾਰੀਆਂ ਨਾਲ ਗੱਲਬਾਤ ਕੀਤੀ ਗਈ ਤਾਂ ਉਨ੍ਹਾਂ ਕਿਹਾ ਕਿ ਮਾਮਲੇ ਦੀ ਜਾਂਚ ਕੀਤੀ ਜਾ ਰਹੀ ਹੈ। ਜਾਣਕਾਰੀ ਅਨੁਸਾਰ ਇਸ ਮਾਮਲੇ ਸਬੰਧੀ ਉੱਚ ਅਧਿਕਾਰੀਆਂ ਨੂੰ ਵੀ ਜਾਣੂ ਕਰਵਾ ਦਿੱਤਾ ਗਿਆ ਹੈ ਅਤੇ ਅਗਲੇਰੀ ਕਾਰਵਾਈ ਜਾਰੀ ਹੈ। ਮਾਹਿਰਾਂ ਦਾ ਮੰਨਣਾ ਹੈ ਕਿ ਆਉਣ ਵਾਲੇ ਦਿਨਾਂ ਵਿੱਚ ਸਥਿਤੀ ਹੋਰ ਸਪੱਸ਼ਟ ਹੋ ਜਾਵੇਗੀ। ਇਸ ਸਬੰਧੀ ਜਦੋਂ ਸਬੰਧਤ ਵਿਭਾਗ ਦੇ ਅਧਿਕਾਰੀਆਂ ਨਾਲ ਗੱਲਬਾਤ ਕੀਤੀ ਗਈ ਤਾਂ ਉਨ੍ਹਾਂ ਕਿਹਾ ਕਿ ਮਾਮਲੇ ਦੀ ਜਾਂਚ ਕੀਤੀ ਜਾ ਰਹੀ ਹੈ। xyxy=(589,1618,770,1828)
body-lead: ਅਹਿਮਦਗੜ੍ਹ, 17 ਅਕਤੂਬਰ (ਜਸਵੰਤ ਸਿੰਘ ਖੋਸਾ) : ਵੱਖ ਵੱਖ ਰਾਜਸੀ ਅਤੇ ਸਮਾਜਿਕ ਆਗੂਆਂ ਨੇ ਸੁਖਦੇਵ ਸਿੰਘ ਦੀ ਸਰਕਲ ਪ੍ਰਧਾਨ ਵਜੋਂ ਹੋਈ ਨਿਯੁਕਤੀ ਦਾ ਨਿੱਘਾ ਸਵਾਗਤ ਕੀਤਾ ਹੈ। xyxy=(274,601,397,656)
classified-entry: ☛ ਅਸੀਂ, ਤਰਸੇਮ ਲਾਲ ਪੁੱਤਰ ਸਾਧੂ ਰਾਮ ਤੇ ਪਤਨੀ ਕਮਲੇਸ਼ ਰਾਣੀ ਵਾਸੀ 125, ਗਲੀ ਨੰ: 2, ਪ੍ਰਤਾਪ ਨਗਰ, ਲੁਧਿਆਣਾ ਬਿਆਨ ਕਰਦੇ ਹਾਂ ਕਿ ਸਾਡਾ ਲੜਕਾ ਸਾਡੇ ਕਹਿਣੇ ਤੋਂ ਬਾਹਰ ਹੈ। ਅਸੀਂ ਉਸ ਨੂੰ ਆਪਣੀ ਚੱਲ ਅਚੱਲ ਜਾਇਦਾਦ ਤੋਂ ਬੇਦਖਲ ਕਰਦੇ ਹਾਂ। ਉਸ ਦੇ ਚੰਗੇ ਮਾੜੇ ਕੰਮ ਦੇ ਅਸੀਂ ਜ਼ਿੰਮੇਵਾਰ ਨਹੀਂ ਹੋਵਾਂਗੇ। xyxy=(1172,652,1327,717)
continued-article-title: ਟਰਾਈਡੈਂਟ ਕੰਪਨੀ ਦੇ... xyxy=(251,2078,344,2092)
pointer-icon: ☛ xyxy=(1335,629,1343,639)
main-subhead: ਜਗਦੇਵ ਸਿੰਘ ਪਾਗਲੀਆ ਯੂਥ ਵਿੰਗ ਲੁਧਿਆਣਾ ਦੇ ਪ੍ਰਧਾਨ ਨਿਯੁਕਤ xyxy=(512,113,864,130)
classified-entry: ☛ ਆਮ ਜਨਤਾ ਨੂੰ ਸੂਚਿਤ ਕੀਤਾ ਜਾਂਦਾ ਹੈ ਕਿ ਮਿਤੀ 23 ਅਕਤੂਬਰ 2023 ਨੂੰ ਸਵੇਰੇ 10 ਵਜੇ ਪੁਰਾਣੇ ਸਮਾਨ ਦੀ ਖੁੱਲ੍ਹੀ ਬੋਲੀ ਕੀਤੀ ਜਾਵੇਗੀ। ਇੱਛੁਕ ਸੱਜਣ ਸਮੇਂ ਸਿਰ ਪਹੁੰਚ ਕੇ ਬੋਲੀ ਵਿੱਚ ਭਾਗ ਲੈ ਸਕਦੇ ਹਨ। ਬੋਲੀ ਦੀਆਂ ਸ਼ਰਤਾਂ ਮੌਕੇ ਉੱਤੇ ਦੱਸੀਆਂ ਜਾਣਗੀਆਂ। xyxy=(1335,1545,1506,1599)
article-body xyxy=(214,601,589,951)
left-article2-body xyxy=(6,352,203,696)
pointer-icon: ☛ xyxy=(1335,1334,1343,1345)
body-lead: ਬਾਬਾ ਬੰਦਾ ਸਿੰਘ ਬਹਾਦਰ ਦੀ ਯਾਦ ਵਿੱਚ ਕਰਵਾਏ ਸਮਾਗਮ ਦੌਰਾਨ ਵਿਦਵਾਨਾਂ ਨੇ ਉਨ੍ਹਾਂ ਦੇ ਜੀਵਨ ਅਤੇ ਕੁਰਬਾਨੀ ਬਾਰੇ ਚਾਨਣਾ ਪਾਇਆ। ਇਸ ਮੌਕੇ ਧਾਰਮਿਕ ਦੀਵਾਨ ਵੀ ਸਜਾਏ ਗਏ ਅਤੇ ਗੁਰੂ ਕਾ ਲੰਗਰ ਅਤੁੱਟ ਵਰਤਾਇਆ ਗਿਆ। xyxy=(398,2183,578,2227)
bedakhli-notice-list xyxy=(1335,68,1506,458)
pointer-icon: ☛ xyxy=(1335,1545,1343,1555)
classified-entry: ☛ ਅਸੀਂ, ਜੋਗਿੰਦਰ ਸਿੰਘ ਪੁੱਤਰ ਹਰਨਾਮ ਸਿੰਘ ਅਤੇ ਪਤਨੀ ਗੁਰਦੇਵ ਕੌਰ ਵਾਸੀ 3261, ਗਲੀ ਨੰ: 4, ਸਮਰਾਲਾ ਰੋਡ, ਖੰਨਾ ਆਪਣੇ ਪੁੱਤਰ ਅਤੇ ਨੂੰਹ ਨੂੰ ਆਪਣੀ ਹਰ ਕਿਸਮ ਦੀ ਜਾਇਦਾਦ ਤੋਂ ਬੇਦਖਲ ਕਰਦੇ ਹਾਂ। ਇਨ੍ਹਾਂ ਦੇ ਚੰਗੇ ਮਾੜੇ ਕੰਮ ਦੇ ਅਸੀਂ ਜ਼ਿੰਮੇਵਾਰ ਨਹੀਂ ਹੋਵਾਂਗੇ। xyxy=(1335,240,1506,295)
